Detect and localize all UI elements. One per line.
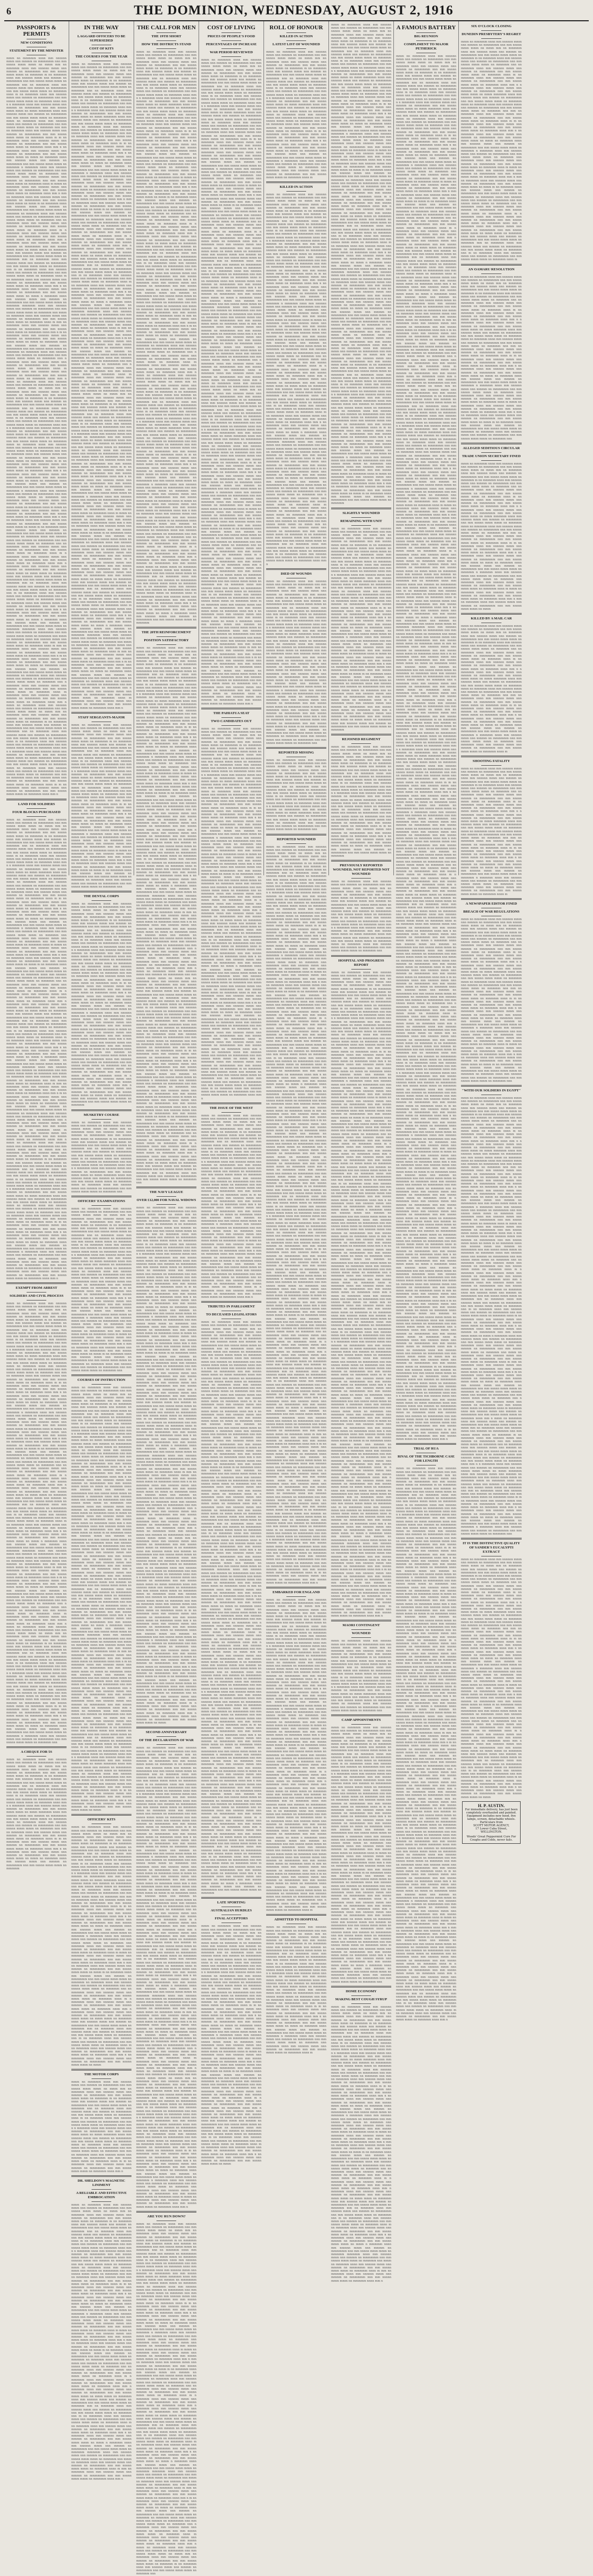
- column-3: [134, 21, 199, 2576]
- subheading-rule: [221, 56, 241, 57]
- subheading-rule: [351, 1637, 371, 1638]
- article-subheading: PRICES OF PEOPLE'S FOOD: [208, 35, 255, 38]
- headline-rule: [221, 32, 241, 33]
- article-body: mmm nn mmmmm nnnn mm nnnnnn mmm nnn mmmm nn mmmmmm nnn mm nnnnn mmm mmm nn mmm mm nn mmmmm nnnn mm nnnnnn mmm nnn mmmm nn mmmmmm nnn mm nnnnn mmm mmm nn mmmmm m nn mmmmm nnnn mm nnnnnn mmm nnn mmmm nn mmmmmm nnn mm nnnnn mmm mmm nn mmmmm nnn nn mmmmm nnnn mm nnnnnn mmm nnn mmmm nn mmmmmm nnn mm nnnnn mmm mmm nn mmmmm nnnn m nn mmmmm nnnn mm nnnnnn mmm nnn mmmm nn mmmmmm nnn mm nnnnn mmm mmm nn mmmmm nnnn mm n n mmmmm nnnn mm nnnnnn mmm nnn mmmm nn mmmmmm nnn mm nnnnn mmm mmm nn mmm mmmmm nnnn mm nnnnnn mmm nnn mmmm nn mmmmmm nnn mm nnnnn mmm mmm nn mmmmm mmm nn mmmmm nnnn mm nnnnnn mmm nnn mmmm nn mmmmmm nnn mm nnnnn mmm mmm nn mmmmm nnn mm nn mmmmm nnnn mm nnnnnn mmm nnn mmmm nn mmmmmm nnn mm nnnnn mmm mmm nn mmmmm nnnn m m nn mmmmm nnnn mm nnnnnn mmm nnn mmmm nn mmmmmm nnn mm nnnnn mmm mmm nn mmmmm nnnn mm n nn mmmmm nnnn mm nnnnnn mmm nnn mmmm nn mmmmmm nnn mm nnnnn mmm mmm nn mmm nn mmmmm nnnn mm nnnnnn mmm nnn mmmm nn mmmmmm nnn mm nnnnn mmm mmm nn mmmmm n mmmmm nnnn mm nnnnnn mmm nnn mmmm nn mmmmmm nnn mm nnnnn mmm mmm nn mmmmm nnn mmmmm nnnn mm nnnnnn mmm nnn mmmm nn mmmmmm nnn mm nnnnn mmm mmm nn mmmmm nnnn m mmm nn mmmmm nnnn mm nnnnnn mmm nnn mmmm nn mmmmmm nnn mm nnnnn mmm mmm nn mmmmm nnnn mm n mm nn mmmmm nnnn mm nnnnnn mmm nnn mmmm nn mmmmmm nnn mm nnnnn mmm mmm nn mmm m nn mmmmm nnnn mm nnnnnn mmm nnn mmmm nn mmmmmm nnn mm nnnnn mmm mmm nn mmmmm nn mmmmm nnnn mm nnnnnn mmm nnn mmmm nn mmmmmm nnn mm nnnnn mmm mmm nn mmmmm nnn nn mmmmm nnnn mm nnnnnn mmm nnn mmmm nn mmmmmm nnn mm nnnnn mmm mmm nn mmmmm nnnn m n mmmmm nnnn mm nnnnnn mmm nnn mmmm nn mmmmmm nnn mm nnnnn mmm mmm nn mmmmm nnnn mm n mmmmm nnnn mm nnnnnn mmm nnn mmmm nn mmmmmm nnn mm nnnnn mmm mmm nn mmm mmm nn mmmmm nnnn mm nnnnnn mmm nnn mmmm nn mmmmmm nnn mm nnnnn mmm mmm nn mmmmm mm nn mmmmm nnnn mm nnnnnn mmm nnn mmmm nn mmmmmm nnn mm nnnnn mmm mmm nn mmmmm nnn m nn mmmmm nnnn mm nnnnnn mmm nnn mmmm nn mmmmmm nnn mm nnnnn mmm mmm nn mmmmm nnnn m nn mmmmm nnnn mm nnnnnn mmm nnn mmmm nn mmmmmm nnn mm nnnnn mmm mmm nn mmmmm nnnn mm n nn mmmmm nnnn mm nnnnnn mmm nnn mmmm nn mmmmmm nnn mm nnnnn mmm mmm nn mmm n mmmmm nnnn mm nnnnnn mmm nnn mmmm nn mmmmmm nnn mm nnnnn mmm mmm nn mmmmm mmmmm nnnn mm nnnnnn mmm nnn mmmm nn mmmmmm nnn mm nnnnn mmm mmm nn mmmmm nnn mmm nn mmmmm nnnn mm nnnnnn mmm nnn mmmm nn mmmmmm nnn mm nnnnn mmm mmm nn mmmmm nnnn m mm nn mmmmm nnnn mm nnnnnn mmm nnn mmmm nn mmmmmm nnn mm nnnnn mmm mmm nn mmmmm nnnn mm n m nn mmmmm nnnn mm nnnnnn mmm nnn mmmm nn mmmmmm nnn mm nnnnn mmm mmm nn mmm nn mmmmm nnnn mm nnnnnn mmm nnn mmmm nn mmmmmm nnn mm nnnnn mmm mmm nn mmmmm nn mmmmm nnnn mm nnnnnn mmm nnn mmmm nn mmmmmm nnn mm nnnnn mmm mmm nn mmmmm nnn n mmmmm nnnn mm nnnnnn mmm nnn mmmm nn mmmmmm nnn mm nnnnn mmm mmm nn mmmmm nnnn m mmmmm nnnn mm nnnnnn mmm nnn mmmm nn mmmmmm nnn mm nnnnn mmm mmm nn mmmmm nnnn mm n mmm nn mmmmm nnnn mm nnnnnn mmm nnn mmmm nn mmmmmm nnn mm nnnnn mmm mmm nn mmm mm nn mmmmm nnnn mm nnnnnn mmm nnn mmmm nn mmmmmm nnn mm nnnnn mmm mmm nn mmmmm m nn mmmmm nnnn mm nnnnnn mmm nnn mmmm nn mmmmmm nnn mm nnnnn mmm mmm nn mmmmm nnn nn mmmmm nnnn mm nnnnnn mmm nnn mmmm nn mmmmmm nnn mm nnnnn mmm mmm nn mmmmm nnnn m nn mmmmm nnnn mm nnnnnn mmm nnn mmmm nn mmmmmm nnn mm nnnnn mmm mmm nn mmmmm nnnn mm n n mmmmm nnnn mm nnnnnn mmm nnn mmmm nn mmmmmm nnn mm nnnnn mmm mmm nn mmm mmmmm nnnn mm nnnnnn mmm nnn mmmm nn mmmmmm nnn mm nnnnn mmm mmm nn mmmmm mmm nn mmmmm nnnn mm nnnnnn mmm nnn mmmm nn mmmmmm nnn mm nnnnn mmm mmm nn mmmmm nnn mm nn mmmmm nnnn mm nnnnnn mmm nnn mmmm nn mmmmmm nnn mm nnnnn mmm mmm nn mmmmm nnnn m m nn mmmmm nnnn mm nnnnnn mmm nnn mmmm nn mmmmmm nnn mm nnnnn mmm mmm nn mmmmm nnnn mm n nn mmmmm nnnn mm nnnnnn mmm nnn mmmm nn mmmmmm nnn mm nnnnn mmm mmm nn mmm nn mmmmm nnnn mm nnnnnn mmm nnn mmmm nn mmmmmm nnn mm nnnnn mmm mmm nn mmmmm n mmmmm nnnn mm nnnnnn mmm nnn mmmm nn mmmmmm nnn mm nnnnn mmm mmm nn mmmmm nnn mmmmm nnnn mm nnnnnn mmm nnn mmmm nn mmmmmm nnn mm nnnnn mmm mmm nn mmmmm nnnn m mmm nn mmmmm nnnn mm nnnnnn mmm nnn mmmm nn mmmmmm nnn mm nnnnn mmm mmm nn mmmmm nnnn mm n mm nn mmmmm nnnn mm nnnnnn mmm nnn mmmm nn mmmmmm nnn mm nnnnn mmm mmm nn mmm m nn mmmmm nnnn mm nnnnnn mmm nnn mmmm nn mmmmmm nnn mm nnnnn mmm mmm nn mmmmm nn mmmmm nnnn mm nnnnnn mmm nnn mmmm nn mmmmmm nnn mm nnnnn mmm mmm nn mmmmm nnn nn mmmmm nnnn mm nnnnnn mmm nnn mmmm nn mmmmmm nnn mm nnnnn mmm mmm nn mmmmm nnnn m n mmmmm nnnn mm nnnnnn mmm nnn mmmm nn mmmmmm nnn mm nnnnn mmm mmm nn mmmmm nnnn mm n mmmmm nnnn mm nnnnnn mmm nnn mmmm nn mmmmmm nnn mm nnnnn mmm mmm nn mmm mmm nn mmmmm nnnn mm nnnnnn mmm nnn mmmm nn mmmmmm nnn mm nnnnn mmm mmm nn mmmmm mm nn mmmmm nnnn mm nnnnnn mmm nnn mmmm nn mmmmmm nnn mm nnnnn mmm mmm nn mmmmm nnn m nn mmmmm nnnn mm nnnnnn mmm nnn mmmm nn mmmmmm nnn mm nnnnn mmm mmm nn mmmmm nnnn m nn mmmmm nnnn mm nnnnnn mmm nnn mmmm nn mmmmmm nnn mm nnnnn mmm mmm nn mmmmm nnnn mm n nn mmmmm nnnn mm nnnnnn mmm nnn mmmm nn mmmmmm nnn mm nnnnn mmm mmm nn mmm n mmmmm nnnn mm nnnnnn mmm nnn mmmm nn mmmmmm nnn mm nnnnn mmm mmm nn mmmmm mmmmm nnnn mm nnnnnn mmm nnn mmmm nn mmmmmm nnn mm nnnnn mmm mmm nn mmmmm nnn mmm nn mmmmm nnnn mm nnnnnn mmm nnn mmmm nn mmmmmm nnn mm nnnnn mmm mmm nn mmmmm nnnn m mm nn mmmmm nnnn mm nnnnnn mmm nnn mmmm nn mmmmmm nnn mm nnnnn mmm mmm nn mmmmm nnnn mm n m nn mmmmm nnnn mm nnnnnn mmm nnn mmmm nn mmmmmm nnn mm nnnnn mmm mmm nn mmm nn mmmmm nnnn mm nnnnnn mmm nnn mmmm nn mmmmmm nnn mm nnnnn mmm mmm nn mmmmm nn mmmmm nnnn mm nnnnnn mmm nnn mmmm nn mmmmmm nnn mm nnnnn mmm mmm nn mmmmm nnn n mmmmm nnnn mm nnnnnn mmm nnn mmmm nn mmmmmm nnn mm nnnnn mmm mmm nn mmmmm nnnn m mmmmm nnnn mm nnnnnn mmm nnn mmmm nn mmmmmm nnn mm nnnnn mmm mmm nn mmmmm nnnn mm n: [71, 63, 131, 710]
- article-subheading: LATE SPORTING: [217, 1901, 246, 1905]
- article-body: mmm nn mmmmm nnnn mm nnnnnn mmm nnn mmmm nn mmmmmm nnn mm nnnnn mmm mmm nn mmm mm nn mmmmm nnnn mm nnnnnn mmm nnn mmmm nn mmmmmm nnn mm nnnnn mmm mmm nn mmmmm m nn mmmmm nnnn mm nnnnnn mmm nnn mmmm nn mmmmmm nnn mm nnnnn mmm mmm nn mmmmm nnn nn mmmmm nnnn mm nnnnnn mmm nnn mmmm nn mmmmmm nnn mm nnnnn mmm mmm nn mmmmm nnnn m nn mmmmm nnnn mm nnnnnn mmm nnn mmmm nn mmmmmm nnn mm nnnnn mmm mmm nn mmmmm nnnn mm n n mmmmm nnnn mm nnnnnn mmm nnn mmmm nn mmmmmm nnn mm nnnnn mmm mmm nn mmm mmmmm nnnn mm nnnnnn mmm nnn mmmm nn mmmmmm nnn mm nnnnn mmm mmm nn mmmmm mmm nn mmmmm nnnn mm nnnnnn mmm nnn mmmm nn mmmmmm nnn mm nnnnn mmm mmm nn mmmmm nnn mm nn mmmmm nnnn mm nnnnnn mmm nnn mmmm nn mmmmmm nnn mm nnnnn mmm mmm nn mmmmm nnnn m m nn mmmmm nnnn mm nnnnnn mmm nnn mmmm nn mmmmmm nnn mm nnnnn mmm mmm nn mmmmm nnnn mm n nn mmmmm nnnn mm nnnnnn mmm nnn mmmm nn mmmmmm nnn mm nnnnn mmm mmm nn mmm nn mmmmm nnnn mm nnnnnn mmm nnn mmmm nn mmmmmm nnn mm nnnnn mmm mmm nn mmmmm n mmmmm nnnn mm nnnnnn mmm nnn mmmm nn mmmmmm nnn mm nnnnn mmm mmm nn mmmmm nnn mmmmm nnnn mm nnnnnn mmm nnn mmmm nn mmmmmm nnn mm nnnnn mmm mmm nn mmmmm nnnn m mmm nn mmmmm nnnn mm nnnnnn mmm nnn mmmm nn mmmmmm nnn mm nnnnn mmm mmm nn mmmmm nnnn mm n mm nn mmmmm nnnn mm nnnnnn mmm nnn mmmm nn mmmmmm nnn mm nnnnn mmm mmm nn mmm m nn mmmmm nnnn mm nnnnnn mmm nnn mmmm nn mmmmmm nnn mm nnnnn mmm mmm nn mmmmm nn mmmmm nnnn mm nnnnnn mmm nnn mmmm nn mmmmmm nnn mm nnnnn mmm mmm nn mmmmm nnn nn mmmmm nnnn mm nnnnnn mmm nnn mmmm nn mmmmmm nnn mm nnnnn mmm mmm nn mmmmm nnnn m n mmmmm nnnn mm nnnnnn mmm nnn mmmm nn mmmmmm nnn mm nnnnn mmm mmm nn mmmmm nnnn mm n mmmmm nnnn mm nnnnnn mmm nnn mmmm nn mmmmmm nnn mm nnnnn mmm mmm nn mmm mmm nn mmmmm nnnn mm nnnnnn mmm nnn mmmm nn mmmmmm nnn mm nnnnn mmm mmm nn mmmmm mm nn mmmmm nnnn mm nnnnnn mmm nnn mmmm nn mmmmmm nnn mm nnnnn mmm mmm nn mmmmm nnn m nn mmmmm nnnn mm nnnnnn mmm nnn mmmm nn mmmmmm nnn mm nnnnn mmm mmm nn mmmmm nnnn m nn mmmmm nnnn mm nnnnnn mmm nnn mmmm nn mmmmmm nnn mm nnnnn mmm mmm nn mmmmm nnnn mm n nn mmmmm nnnn mm nnnnnn mmm nnn mmmm nn mmmmmm nnn mm nnnnn mmm mmm nn mmm n mmmmm nnnn mm nnnnnn mmm nnn mmmm nn mmmmmm nnn mm nnnnn mmm mmm nn mmmmm mmmmm nnnn mm nnnnnn mmm nnn mmmm nn mmmmmm nnn mm nnnnn mmm mmm nn mmmmm nnn mmm nn mmmmm nnnn mm nnnnnn mmm nnn mmmm nn mmmmmm nnn mm nnnnn mmm mmm nn mmmmm nnnn m mm nn mmmmm nnnn mm nnnnnn mmm nnn mmmm nn mmmmmm nnn mm nnnnn mmm mmm nn mmmmm nnnn mm n m nn mmmmm nnnn mm nnnnnn mmm nnn mmmm nn mmmmmm nnn mm nnnnn mmm mmm nn mmm nn mmmmm nnnn mm nnnnnn mmm nnn mmmm nn mmmmmm nnn mm nnnnn mmm mmm nn mmmmm nn mmmmm nnnn mm nnnnnn mmm nnn mmmm nn mmmmmm nnn mm nnnnn mmm mmm nn mmmmm nnn n mmmmm nnnn mm nnnnnn mmm nnn mmmm nn mmmmmm nnn mm nnnnn mmm mmm nn mmmmm nnnn m mmmmm nnnn mm nnnnnn mmm nnn mmmm nn mmmmmm nnn mm nnnnn mmm mmm nn mmmmm nnnn mm n mmm nn mmmmm nnnn mm nnnnnn mmm nnn mmmm nn mmmmmm nnn mm nnnnn mmm mmm nn mmm mm nn mmmmm nnnn mm nnnnnn mmm nnn mmmm nn mmmmmm nnn mm nnnnn mmm mmm nn mmmmm m nn mmmmm nnnn mm nnnnnn mmm nnn mmmm nn mmmmmm nnn mm nnnnn mmm mmm nn mmmmm nnn nn mmmmm nnnn mm nnnnnn mmm nnn mmmm nn mmmmmm nnn mm nnnnn mmm mmm nn mmmmm nnnn m nn mmmmm nnnn mm nnnnnn mmm nnn mmmm nn mmmmmm nnn mm nnnnn mmm mmm nn mmmmm nnnn mm n n mmmmm nnnn mm nnnnnn mmm nnn mmmm nn mmmmmm nnn mm nnnnn mmm mmm nn mmm mmmmm nnnn mm nnnnnn mmm nnn mmmm nn mmmmmm nnn mm nnnnn mmm mmm nn mmmmm mmm nn mmmmm nnnn mm nnnnnn mmm nnn mmmm nn mmmmmm nnn mm nnnnn mmm mmm nn mmmmm nnn mm nn mmmmm nnnn mm nnnnnn mmm nnn mmmm nn mmmmmm nnn mm nnnnn mmm mmm nn mmmmm nnnn m m nn mmmmm nnnn mm nnnnnn mmm nnn mmmm nn mmmmmm nnn mm nnnnn mmm mmm nn mmmmm nnnn mm n nn mmmmm nnnn mm nnnnnn mmm nnn mmmm nn mmmmmm nnn mm nnnnn mmm mmm nn mmm nn mmmmm nnnn mm nnnnnn mmm nnn mmmm nn mmmmmm nnn mm nnnnn mmm mmm nn mmmmm n mmmmm nnnn mm nnnnnn mmm nnn mmmm nn mmmmmm nnn mm nnnnn mmm mmm nn mmmmm nnn mmmmm nnnn mm nnnnnn mmm nnn mmmm nn mmmmmm nnn mm nnnnn mmm mmm nn mmmmm nnnn m mmm nn mmmmm nnnn mm nnnnnn mmm nnn mmmm nn mmmmmm nnn mm nnnnn mmm mmm nn mmmmm nnnn mm n mm nn mmmmm nnnn mm nnnnnn mmm nnn mmmm nn mmmmmm nnn mm nnnnn mmm mmm nn mmm m nn mmmmm nnnn mm nnnnnn mmm nnn mmmm nn mmmmmm nnn mm nnnnn mmm mmm nn mmmmm nn mmmmm nnnn mm nnnnnn mmm nnn mmmm nn mmmmmm nnn mm nnnnn mmm mmm nn mmmmm nnn nn mmmmm nnnn mm nnnnnn mmm nnn mmmm nn mmmmmm nnn mm nnnnn mmm mmm nn mmmmm nnnn m n mmmmm nnnn mm nnnnnn mmm nnn mmmm nn mmmmmm nnn mm nnnnn mmm mmm nn mmmmm nnnn mm n mmmmm nnnn mm nnnnnn mmm nnn mmmm nn mmmmmm nnn mm nnnnn mmm mmm nn mmm mmm nn mmmmm nnnn mm nnnnnn mmm nnn mmmm nn mmmmmm nnn mm nnnnn mmm mmm nn mmmmm mm nn mmmmm nnnn mm nnnnnn mmm nnn mmmm nn mmmmmm nnn mm nnnnn mmm mmm nn mmmmm nnn m nn mmmmm nnnn mm nnnnnn mmm nnn mmmm nn mmmmmm nnn mm nnnnn mmm mmm nn mmmmm nnnn m nn mmmmm nnnn mm nnnnnn mmm nnn mmmm nn mmmmmm nnn mm nnnnn mmm mmm nn mmmmm nnnn mm n nn mmmmm nnnn mm nnnnnn mmm nnn mmmm nn mmmmmm nnn mm nnnnn mmm mmm nn mmm n mmmmm nnnn mm nnnnnn mmm nnn mmmm nn mmmmmm nnn mm nnnnn mmm mmm nn mmmmm: [201, 1321, 261, 1895]
- columns-container: [4, 21, 589, 2576]
- column-1: [4, 21, 69, 1870]
- article-subheading: REJOINED REGIMENT: [342, 738, 381, 742]
- subheading-rule: [157, 1744, 176, 1745]
- section-divider: [71, 891, 131, 892]
- section-divider: [136, 627, 196, 628]
- article-subheading: HOW THE DISTRICTS STAND: [142, 43, 191, 46]
- section-divider: [201, 1301, 261, 1303]
- article-subheading: THE DENTAL CORPS: [84, 894, 119, 898]
- subheading-rule: [27, 816, 46, 817]
- article-subheading: LAND FOR SOLDIERS: [18, 802, 55, 806]
- section-divider: [331, 1620, 391, 1621]
- subheading-rule: [157, 1196, 176, 1197]
- section-divider: [201, 1897, 261, 1899]
- section-divider: [331, 508, 391, 509]
- article-body: mmm nn mmmmm nnnn mm nnnnnn mmm nnn mmmm nn mmmmmm nnn mm nnnnn mmm mmm nn mmm mm nn mmmmm nnnn mm nnnnnn mmm nnn mmmm nn mmmmmm nnn mm nnnnn mmm mmm nn mmmmm m nn mmmmm nnnn mm nnnnnn mmm nnn mmmm nn mmmmmm nnn mm nnnnn mmm mmm nn mmmmm nnn nn mmmmm nnnn mm nnnnnn mmm nnn mmmm nn mmmmmm nnn mm nnnnn mmm mmm nn mmmmm nnnn m nn mmmmm nnnn mm nnnnnn mmm nnn mmmm nn mmmmmm nnn mm nnnnn mmm mmm nn mmmmm nnnn mm n n mmmmm nnnn mm nnnnnn mmm nnn mmmm nn mmmmmm nnn mm nnnnn mmm mmm nn mmm mmmmm nnnn mm nnnnnn mmm nnn mmmm nn mmmmmm nnn mm nnnnn mmm mmm nn mmmmm mmm nn mmmmm nnnn mm nnnnnn mmm nnn mmmm nn mmmmmm nnn mm nnnnn mmm mmm nn mmmmm nnn mm nn mmmmm nnnn mm nnnnnn mmm nnn mmmm nn mmmmmm nnn mm nnnnn mmm mmm nn mmmmm nnnn m m nn mmmmm nnnn mm nnnnnn mmm nnn mmmm nn mmmmmm nnn mm nnnnn mmm mmm nn mmmmm nnnn mm n nn mmmmm nnnn mm nnnnnn mmm nnn mmmm nn mmmmmm nnn mm nnnnn mmm mmm nn mmm nn mmmmm nnnn mm nnnnnn mmm nnn mmmm nn mmmmmm nnn mm nnnnn mmm mmm nn mmmmm n mmmmm nnnn mm nnnnnn mmm nnn mmmm nn mmmmmm nnn mm nnnnn mmm mmm nn mmmmm nnn mmmmm nnnn mm nnnnnn mmm nnn mmmm nn mmmmmm nnn mm nnnnn mmm mmm nn mmmmm nnnn m mmm nn mmmmm nnnn mm nnnnnn mmm nnn mmmm nn mmmmmm nnn mm nnnnn mmm mmm nn mmmmm nnnn mm n mm nn mmmmm nnnn mm nnnnnn mmm nnn mmmm nn mmmmmm nnn mm nnnnn mmm mmm nn mmm m nn mmmmm nnnn mm nnnnnn mmm nnn mmmm nn mmmmmm nnn mm nnnnn mmm mmm nn mmmmm nn mmmmm nnnn mm nnnnnn mmm nnn mmmm nn mmmmmm nnn mm nnnnn mmm mmm nn mmmmm nnn nn mmmmm nnnn mm nnnnnn mmm nnn mmmm nn mmmmmm nnn mm nnnnn mmm mmm nn mmmmm nnnn m n mmmmm nnnn mm nnnnnn mmm nnn mmmm nn mmmmmm nnn mm nnnnn mmm mmm nn mmmmm nnnn mm n: [201, 1114, 261, 1299]
- section-divider: [201, 1103, 261, 1104]
- section-divider: [331, 955, 391, 957]
- subheading-rule: [221, 1112, 241, 1113]
- section-divider: [331, 734, 391, 735]
- section-divider: [136, 1187, 196, 1188]
- subheading-rule: [351, 1629, 371, 1630]
- section-divider: [136, 2211, 196, 2213]
- section-divider: [71, 712, 131, 714]
- article-subheading: REPORTED MISSING: [278, 751, 314, 755]
- article-subheading: OF THE DECLARATION OF WAR: [139, 1738, 194, 1743]
- section-divider: [71, 1109, 131, 1111]
- subheading-rule: [351, 878, 371, 879]
- ad-line: SCOTT MOTOR AGENCY,: [473, 1824, 509, 1827]
- article-subheading: KILLED IN ACTION: [279, 35, 313, 38]
- section-divider: [461, 898, 522, 900]
- headline-rule: [416, 32, 436, 33]
- ad-footer: Woods' Great Peppermint Cure For Coughs and Colds, never fails.: [466, 1835, 516, 1842]
- subheading-rule: [27, 1756, 46, 1757]
- subheading-rule: [157, 636, 176, 637]
- article-body: mmm nn mmmmm nnnn mm nnnnnn mmm nnn mmmm nn mmmmmm nnn mm nnnnn mmm mmm nn mmm mm nn mmmmm nnnn mm nnnnnn mmm nnn mmmm nn mmmmmm nnn mm nnnnn mmm mmm nn mmmmm m nn mmmmm nnnn mm nnnnnn mmm nnn mmmm nn mmmmmm nnn mm nnnnn mmm mmm nn mmmmm nnn nn mmmmm nnnn mm nnnnnn mmm nnn mmmm nn mmmmmm nnn mm nnnnn mmm mmm nn mmmmm nnnn m nn mmmmm nnnn mm nnnnnn mmm nnn mmmm nn mmmmmm nnn mm nnnnn mmm mmm nn mmmmm nnnn mm n n mmmmm nnnn mm nnnnnn mmm nnn mmmm nn mmmmmm nnn mm nnnnn mmm mmm nn mmm mmmmm nnnn mm nnnnnn mmm nnn mmmm nn mmmmmm nnn mm nnnnn mmm mmm nn mmmmm mmm nn mmmmm nnnn mm nnnnnn mmm nnn mmmm nn mmmmmm nnn mm nnnnn mmm mmm nn mmmmm nnn mm nn mmmmm nnnn mm nnnnnn mmm nnn mmmm nn mmmmmm nnn mm nnnnn mmm mmm nn mmmmm nnnn m m nn mmmmm nnnn mm nnnnnn mmm nnn mmmm nn mmmmmm nnn mm nnnnn mmm mmm nn mmmmm nnnn mm n nn mmmmm nnnn mm nnnnnn mmm nnn mmmm nn mmmmmm nnn mm nnnnn mmm mmm nn mmm nn mmmmm nnnn mm nnnnnn mmm nnn mmmm nn mmmmmm nnn mm nnnnn mmm mmm nn mmmmm n mmmmm nnnn mm nnnnnn mmm nnn mmmm nn mmmmmm nnn mm nnnnn mmm mmm nn mmmmm nnn mmmmm nnnn mm nnnnnn mmm nnn mmmm nn mmmmmm nnn mm nnnnn mmm mmm nn mmmmm nnnn m mmm nn mmmmm nnnn mm nnnnnn mmm nnn mmmm nn mmmmmm nnn mm nnnnn mmm mmm nn mmmmm nnnn mm n mm nn mmmmm nnnn mm nnnnnn mmm nnn mmmm nn mmmmmm nnn mm nnnnn mmm mmm nn mmm m nn mmmmm nnnn mm nnnnnn mmm nnn mmmm nn mmmmmm nnn mm nnnnn mmm mmm nn mmmmm nn mmmmm nnnn mm nnnnnn mmm nnn mmmm nn mmmmmm nnn mm nnnnn mmm mmm nn mmmmm nnn: [266, 579, 326, 745]
- subheading-rule: [221, 40, 241, 41]
- article-subheading: THE NAVY LEAGUE: [149, 1190, 184, 1195]
- article-headline: IN THE WAY: [84, 24, 119, 31]
- subheading-rule: [286, 191, 306, 192]
- article-body: mmm nn mmmmm nnnn mm nnnnnn mmm nnn mmmm nn mmmmmm nnn mm nnnnn mmm mmm nn mmm mm nn mmmmm nnnn mm nnnnnn mmm nnn mmmm nn mmmmmm nnn mm nnnnn mmm mmm nn mmmmm m nn mmmmm nnnn mm nnnnnn mmm nnn mmmm nn mmmmmm nnn mm nnnnn mmm mmm nn mmmmm nnn nn mmmmm nnnn mm nnnnnn mmm nnn mmmm nn mmmmmm nnn mm nnnnn mmm mmm nn mmmmm nnnn m nn mmmmm nnnn mm nnnnnn mmm nnn mmmm nn mmmmmm nnn mm nnnnn mmm mmm nn mmmmm nnnn mm n n mmmmm nnnn mm nnnnnn mmm nnn mmmm nn mmmmmm nnn mm nnnnn mmm mmm nn mmm mmmmm nnnn mm nnnnnn mmm nnn mmmm nn mmmmmm nnn mm nnnnn mmm mmm nn mmmmm mmm nn mmmmm nnnn mm nnnnnn mmm nnn mmmm nn mmmmmm nnn mm nnnnn mmm mmm nn mmmmm nnn mm nn mmmmm nnnn mm nnnnnn mmm nnn mmmm nn mmmmmm nnn mm nnnnn mmm mmm nn mmmmm nnnn m m nn mmmmm nnnn mm nnnnnn mmm nnn mmmm nn mmmmmm nnn mm nnnnn mmm mmm nn mmmmm nnnn mm n nn mmmmm nnnn mm nnnnnn mmm nnn mmmm nn mmmmmm nnn mm nnnnn mmm mmm nn mmm nn mmmmm nnnn mm nnnnnn mmm nnn mmmm nn mmmmmm nnn mm nnnnn mmm mmm nn mmmmm: [331, 746, 391, 858]
- article-subheading: SLIGHTLY WOUNDED: [342, 511, 380, 515]
- article-subheading: DUNEDIN PRESBYTERY'S REGRET: [462, 32, 521, 36]
- section-divider: [396, 1443, 456, 1445]
- subheading-rule: [416, 40, 436, 41]
- article-subheading: TRIAL OF RUA: [413, 1447, 439, 1451]
- article-subheading: EXEMPT FROM ARREST: [15, 1286, 57, 1290]
- ad-line: completely overhauled and painted.: [466, 1811, 517, 1815]
- article-body: mmm nn mmmmm nnnn mm nnnnnn mmm nnn mmmm nn mmmmmm nnn mm nnnnn mmm mmm nn mmm mm nn mmmmm nnnn mm nnnnnn mmm nnn mmmm nn mmmmmm nnn mm nnnnn mmm mmm nn mmmmm m nn mmmmm nnnn mm nnnnnn mmm nnn mmmm nn mmmmmm nnn mm nnnnn mmm mmm nn mmmmm nnn nn mmmmm nnnn mm nnnnnn mmm nnn mmmm nn mmmmmm nnn mm nnnnn mmm mmm nn mmmmm nnnn m nn mmmmm nnnn mm nnnnnn mmm nnn mmmm nn mmmmmm nnn mm nnnnn mmm mmm nn mmmmm nnnn mm n n mmmmm nnnn mm nnnnnn mmm nnn mmmm nn mmmmmm nnn mm nnnnn mmm mmm nn mmm mmmmm nnnn mm nnnnnn mmm nnn mmmm nn mmmmmm nnn mm nnnnn mmm mmm nn mmmmm mmm nn mmmmm nnnn mm nnnnnn mmm nnn mmmm nn mmmmmm nnn mm nnnnn mmm mmm nn mmmmm nnn mm nn mmmmm nnnn mm nnnnnn mmm nnn mmmm nn mmmmmm nnn mm nnnnn mmm mmm nn mmmmm nnnn m m nn mmmmm nnnn mm nnnnnn mmm nnn mmmm nn mmmmmm nnn mm nnnnn mmm mmm nn mmmmm nnnn mm n nn mmmmm nnnn mm nnnnnn mmm nnn mmmm nn mmmmmm nnn mm nnnnn mmm mmm nn mmm nn mmmmm nnnn mm nnnnnn mmm nnn mmmm nn mmmmmm nnn mm nnnnn mmm mmm nn mmmmm: [6, 1758, 67, 1870]
- article-subheading: THE COURSES FOR THE YEAR: [75, 55, 128, 59]
- subheading-rule: [92, 2201, 111, 2202]
- section-divider: [266, 747, 326, 749]
- article-subheading: IT IS THE DISTINCTIVE QUALITY OF SANDER'S EUCALYPTI EXTRACT: [463, 1541, 520, 1554]
- subheading-rule: [221, 725, 241, 726]
- subheading-rule: [27, 1300, 46, 1301]
- subheading-rule: [92, 1119, 111, 1120]
- article-body: mmm nn mmmmm nnnn mm nnnnnn mmm nnn mmmm nn mmmmmm nnn mm nnnnn mmm mmm nn mmm mm nn mmmmm nnnn mm nnnnnn mmm nnn mmmm nn mmmmmm nnn mm nnnnn mmm mmm nn mmmmm m nn mmmmm nnnn mm nnnnnn mmm nnn mmmm nn mmmmmm nnn mm nnnnn mmm mmm nn mmmmm nnn nn mmmmm nnnn mm nnnnnn mmm nnn mmmm nn mmmmmm nnn mm nnnnn mmm mmm nn mmmmm nnnn m nn mmmmm nnnn mm nnnnnn mmm nnn mmmm nn mmmmmm nnn mm nnnnn mmm mmm nn mmmmm nnnn mm n n mmmmm nnnn mm nnnnnn mmm nnn mmmm nn mmmmmm nnn mm nnnnn mmm mmm nn mmm mmmmm nnnn mm nnnnnn mmm nnn mmmm nn mmmmmm nnn mm nnnnn mmm mmm nn mmmmm mmm nn mmmmm nnnn mm nnnnnn mmm nnn mmmm nn mmmmmm nnn mm nnnnn mmm mmm nn mmmmm nnn mm nn mmmmm nnnn mm nnnnnn mmm nnn mmmm nn mmmmmm nnn mm nnnnn mmm mmm nn mmmmm nnnn m m nn mmmmm nnnn mm nnnnnn mmm nnn mmmm nn mmmmmm nnn mm nnnnn mmm mmm nn mmmmm nnnn mm n nn mmmmm nnnn mm nnnnnn mmm nnn mmmm nn mmmmmm nnn mm nnnnn mmm mmm nn mmm nn mmmmm nnnn mm nnnnnn mmm nnn mmmm nn mmmmmm nnn mm nnnnn mmm mmm nn mmmmm n mmmmm nnnn mm nnnnnn mmm nnn mmmm nn mmmmmm nnn mm nnnnn mmm mmm nn mmmmm nnn mmmmm nnnn mm nnnnnn mmm nnn mmmm nn mmmmmm nnn mm nnnnn mmm mmm nn mmmmm nnnn m mmm nn mmmmm nnnn mm nnnnnn mmm nnn mmmm nn mmmmmm nnn mm nnnnn mmm mmm nn mmmmm nnnn mm n mm nn mmmmm nnnn mm nnnnnn mmm nnn mmmm nn mmmmmm nnn mm nnnnn mmm mmm nn mmm m nn mmmmm nnnn mm nnnnnn mmm nnn mmmm nn mmmmmm nnn mm nnnnn mmm mmm nn mmmmm nn mmmmm nnnn mm nnnnnn mmm nnn mmmm nn mmmmmm nnn mm nnnnn mmm mmm nn mmmmm nnn nn mmmmm nnnn mm nnnnnn mmm nnn mmmm nn mmmmmm nnn mm nnnnn mmm mmm nn mmmmm nnnn m n mmmmm nnnn mm nnnnnn mmm nnn mmmm nn mmmmmm nnn mm nnnnn mmm mmm nn mmmmm nnnn mm n mmmmm nnnn mm nnnnnn mmm nnn mmmm nn mmmmmm nnn mm nnnnn mmm mmm nn mmm mmm nn mmmmm nnnn mm nnnnnn mmm nnn mmmm nn mmmmmm nnn mm nnnnn mmm mmm nn mmmmm mm nn mmmmm nnnn mm nnnnnn mmm nnn mmmm nn mmmmmm nnn mm nnnnn mmm mmm nn mmmmm nnn m nn mmmmm nnnn mm nnnnnn mmm nnn mmmm nn mmmmmm nnn mm nnnnn mmm mmm nn mmmmm nnnn m nn mmmmm nnnn mm nnnnnn mmm nnn mmmm nn mmmmmm nnn mm nnnnn mmm mmm nn mmmmm nnnn mm n nn mmmmm nnnn mm nnnnnn mmm nnn mmmm nn mmmmmm nnn mm nnnnn mmm mmm nn mmm n mmmmm nnnn mm nnnnnn mmm nnn mmmm nn mmmmmm nnn mm nnnnn mmm mmm nn mmmmm mmmmm nnnn mm nnnnnn mmm nnn mmmm nn mmmmmm nnn mm nnnnn mmm mmm nn mmmmm nnn mmm nn mmmmm nnnn mm nnnnnn mmm nnn mmmm nn mmmmmm nnn mm nnnnn mmm mmm nn mmmmm nnnn m mm nn mmmmm nnnn mm nnnnnn mmm nnn mmmm nn mmmmmm nnn mm nnnnn mmm mmm nn mmmmm nnnn mm n m nn mmmmm nnnn mm nnnnnn mmm nnn mmmm nn mmmmmm nnn mm nnnnn mmm mmm nn mmm nn mmmmm nnnn mm nnnnnn mmm nnn mmmm nn mmmmmm nnn mm nnnnn mmm mmm nn mmmmm nn mmmmm nnnn mm nnnnnn mmm nnn mmmm nn mmmmmm nnn mm nnnnn mmm mmm nn mmmmm nnn n mmmmm nnnn mm nnnnnn mmm nnn mmmm nn mmmmmm nnn mm nnnnn mmm mmm nn mmmmm nnnn m mmmmm nnnn mm nnnnnn mmm nnn mmmm nn mmmmmm nnn mm nnnnn mmm mmm nn mmmmm nnnn mm n mmm nn mmmmm nnnn mm nnnnnn mmm nnn mmmm nn mmmmmm nnn mm nnnnn mmm mmm nn mmm mm nn mmmmm nnnn mm nnnnnn mmm nnn mmmm nn mmmmmm nnn mm nnnnn mmm mmm nn mmmmm m nn mmmmm nnnn mm nnnnnn mmm nnn mmmm nn mmmmmm nnn mm nnnnn mmm mmm nn mmmmm nnn nn mmmmm nnnn mm nnnnnn mmm nnn mmmm nn mmmmmm nnn mm nnnnn mmm mmm nn mmmmm nnnn m nn mmmmm nnnn mm nnnnnn mmm nnn mmmm nn mmmmmm nnn mm nnnnn mmm mmm nn mmmmm nnnn mm n n mmmmm nnnn mm nnnnnn mmm nnn mmmm nn mmmmmm nnn mm nnnnn mmm mmm nn mmm mmmmm nnnn mm nnnnnn mmm nnn mmmm nn mmmmmm nnn mm nnnnn mmm mmm nn mmmmm mmm nn mmmmm nnnn mm nnnnnn mmm nnn mmmm nn mmmmmm nnn mm nnnnn mmm mmm nn mmmmm nnn mm nn mmmmm nnnn mm nnnnnn mmm nnn mmmm nn mmmmmm nnn mm nnnnn mmm mmm nn mmmmm nnnn m m nn mmmmm nnnn mm nnnnnn mmm nnn mmmm nn mmmmmm nnn mm nnnnn mmm mmm nn mmmmm nnnn mm n nn mmmmm nnnn mm nnnnnn mmm nnn mmmm nn mmmmmm nnn mm nnnnn mmm mmm nn mmm nn mmmmm nnnn mm nnnnnn mmm nnn mmmm nn mmmmmm nnn mm nnnnn mmm mmm nn mmmmm n mmmmm nnnn mm nnnnnn mmm nnn mmmm nn mmmmmm nnn mm nnnnn mmm mmm nn mmmmm nnn mmmmm nnnn mm nnnnnn mmm nnn mmmm nn mmmmmm nnn mm nnnnn mmm mmm nn mmmmm nnnn m mmm nn mmmmm nnnn mm nnnnnn mmm nnn mmmm nn mmmmmm nnn mm nnnnn mmm mmm nn mmmmm nnnn mm n mm nn mmmmm nnnn mm nnnnnn mmm nnn mmmm nn mmmmmm nnn mm nnnnn mmm mmm nn mmm m nn mmmmm nnnn mm nnnnnn mmm nnn mmmm nn mmmmmm nnn mm nnnnn mmm mmm nn mmmmm nn mmmmm nnnn mm nnnnnn mmm nnn mmmm nn mmmmmm nnn mm nnnnn mmm mmm nn mmmmm nnn nn mmmmm nnnn mm nnnnnn mmm nnn mmmm nn mmmmmm nnn mm nnnnn mmm mmm nn mmmmm nnnn m n mmmmm nnnn mm nnnnnn mmm nnn mmmm nn mmmmmm nnn mm nnnnn mmm mmm nn mmmmm nnnn mm n mmmmm nnnn mm nnnnnn mmm nnn mmmm nn mmmmmm nnn mm nnnnn mmm mmm nn mmm mmm nn mmmmm nnnn mm nnnnnn mmm nnn mmmm nn mmmmmm nnn mm nnnnn mmm mmm nn mmmmm mm nn mmmmm nnnn mm nnnnnn mmm nnn mmmm nn mmmmmm nnn mm nnnnn mmm mmm nn mmmmm nnn m nn mmmmm nnnn mm nnnnnn mmm nnn mmmm nn mmmmmm nnn mm nnnnn mmm mmm nn mmmmm nnnn m nn mmmmm nnnn mm nnnnnn mmm nnn mmmm nn mmmmmm nnn mm nnnnn mmm mmm nn mmmmm nnnn mm n nn mmmmm nnnn mm nnnnnn mmm nnn mmmm nn mmmmmm nnn mm nnnnn mmm mmm nn mmm n mmmmm nnnn mm nnnnnn mmm nnn mmmm nn mmmmmm nnn mm nnnnn mmm mmm nn mmmmm mmmmm nnnn mm nnnnnn mmm nnn mmmm nn mmmmmm nnn mm nnnnn mmm mmm nn mmmmm nnn mmm nn mmmmm nnnn mm nnnnnn mmm nnn mmmm nn mmmmmm nnn mm nnnnn mmm mmm nn mmmmm nnnn m mm nn mmmmm nnnn mm nnnnnn mmm nnn mmmm nn mmmmmm nnn mm nnnnn mmm mmm nn mmmmm nnnn mm n m nn mmmmm nnnn mm nnnnnn mmm nnn mmmm nn mmmmmm nnn mm nnnnn mmm mmm nn mmm nn mmmmm nnnn mm nnnnnn mmm nnn mmmm nn mmmmmm nnn mm nnnnn mmm mmm nn mmmmm nn mmmmm nnnn mm nnnnnn mmm nnn mmmm nn mmmmmm nnn mm nnnnn mmm mmm nn mmmmm nnn n mmmmm nnnn mm nnnnnn mmm nnn mmmm nn mmmmmm nnn mm nnnnn mmm mmm nn mmmmm nnnn m mmmmm nnnn mm nnnnnn mmm nnn mmmm nn mmmmmm nnn mm nnnnn mmm mmm nn mmmmm nnnn mm n mmm nn mmmmm nnnn mm nnnnnn mmm nnn mmmm nn mmmmmm nnn mm nnnnn mmm mmm nn mmm mm nn mmmmm nnnn mm nnnnnn mmm nnn mmmm nn mmmmmm nnn mm nnnnn mmm mmm nn mmmmm m nn mmmmm nnnn mm nnnnnn mmm nnn mmmm nn mmmmmm nnn mm nnnnn mmm mmm nn mmmmm nnn nn mmmmm nnnn mm nnnnnn mmm nnn mmmm nn mmmmmm nnn mm nnnnn mmm mmm nn mmmmm nnnn m nn mmmmm nnnn mm nnnnnn mmm nnn mmmm nn mmmmmm nnn mm nnnnn mmm mmm nn mmmmm nnnn mm n n mmmmm nnnn mm nnnnnn mmm nnn mmmm nn mmmmmm nnn mm nnnnn mmm mmm nn mmm mmmmm nnnn mm nnnnnn mmm nnn mmmm nn mmmmmm nnn mm nnnnn mmm mmm nn mmmmm mmm nn mmmmm nnnn mm nnnnnn mmm nnn mmmm nn mmmmmm nnn mm nnnnn mmm mmm nn mmmmm nnn mm nn mmmmm nnnn mm nnnnnn mmm nnn mmmm nn mmmmmm nnn mm nnnnn mmm mmm nn mmmmm nnnn m m nn mmmmm nnnn mm nnnnnn mmm nnn mmmm nn mmmmmm nnn mm nnnnn mmm mmm nn mmmmm nnnn mm n: [6, 57, 67, 797]
- section-divider: [136, 1727, 196, 1728]
- article-body: mmm nn mmmmm nnnn mm nnnnnn mmm nnn mmmm nn mmmmmm nnn mm nnnnn mmm mmm nn mmm mm nn mmmmm nnnn mm nnnnnn mmm nnn mmmm nn mmmmmm nnn mm nnnnn mmm mmm nn mmmmm m nn mmmmm nnnn mm nnnnnn mmm nnn mmmm nn mmmmmm nnn mm nnnnn mmm mmm nn mmmmm nnn nn mmmmm nnnn mm nnnnnn mmm nnn mmmm nn mmmmmm nnn mm nnnnn mmm mmm nn mmmmm nnnn m nn mmmmm nnnn mm nnnnnn mmm nnn mmmm nn mmmmmm nnn mm nnnnn mmm mmm nn mmmmm nnnn mm n n mmmmm nnnn mm nnnnnn mmm nnn mmmm nn mmmmmm nnn mm nnnnn mmm mmm nn mmm mmmmm nnnn mm nnnnnn mmm nnn mmmm nn mmmmmm nnn mm nnnnn mmm mmm nn mmmmm mmm nn mmmmm nnnn mm nnnnnn mmm nnn mmmm nn mmmmmm nnn mm nnnnn mmm mmm nn mmmmm nnn mm nn mmmmm nnnn mm nnnnnn mmm nnn mmmm nn mmmmmm nnn mm nnnnn mmm mmm nn mmmmm nnnn m m nn mmmmm nnnn mm nnnnnn mmm nnn mmmm nn mmmmmm nnn mm nnnnn mmm mmm nn mmmmm nnnn mm n nn mmmmm nnnn mm nnnnnn mmm nnn mmmm nn mmmmmm nnn mm nnnnn mmm mmm nn mmm nn mmmmm nnnn mm nnnnnn mmm nnn mmmm nn mmmmmm nnn mm nnnnn mmm mmm nn mmmmm n mmmmm nnnn mm nnnnnn mmm nnn mmmm nn mmmmmm nnn mm nnnnn mmm mmm nn mmmmm nnn mmmmm nnnn mm nnnnnn mmm nnn mmmm nn mmmmmm nnn mm nnnnn mmm mmm nn mmmmm nnnn m mmm nn mmmmm nnnn mm nnnnnn mmm nnn mmmm nn mmmmmm nnn mm nnnnn mmm mmm nn mmmmm nnnn mm n mm nn mmmmm nnnn mm nnnnnn mmm nnn mmmm nn mmmmmm nnn mm nnnnn mmm mmm nn mmm m nn mmmmm nnnn mm nnnnnn mmm nnn mmmm nn mmmmmm nnn mm nnnnn mmm mmm nn mmmmm nn mmmmm nnnn mm nnnnnn mmm nnn mmmm nn mmmmmm nnn mm nnnnn mmm mmm nn mmmmm nnn nn mmmmm nnnn mm nnnnnn mmm nnn mmmm nn mmmmmm nnn mm nnnnn mmm mmm nn mmmmm nnnn m n mmmmm nnnn mm nnnnnn mmm nnn mmmm nn mmmmmm nnn mm nnnnn mmm mmm nn mmmmm nnnn mm n mmmmm nnnn mm nnnnnn mmm nnn mmmm nn mmmmmm nnn mm nnnnn mmm mmm nn mmm mmm nn mmmmm nnnn mm nnnnnn mmm nnn mmmm nn mmmmmm nnn mm nnnnn mmm mmm nn mmmmm mm nn mmmmm nnnn mm nnnnnn mmm nnn mmmm nn mmmmmm nnn mm nnnnn mmm mmm nn mmmmm nnn m nn mmmmm nnnn mm nnnnnn mmm nnn mmmm nn mmmmmm nnn mm nnnnn mmm mmm nn mmmmm nnnn m nn mmmmm nnnn mm nnnnnn mmm nnn mmmm nn mmmmmm nnn mm nnnnn mmm mmm nn mmmmm nnnn mm n nn mmmmm nnnn mm nnnnnn mmm nnn mmmm nn mmmmmm nnn mm nnnnn mmm mmm nn mmm n mmmmm nnnn mm nnnnnn mmm nnn mmmm nn mmmmmm nnn mm nnnnn mmm mmm nn mmmmm mmmmm nnnn mm nnnnnn mmm nnn mmmm nn mmmmmm nnn mm nnnnn mmm mmm nn mmmmm nnn mmm nn mmmmm nnnn mm nnnnnn mmm nnn mmmm nn mmmmmm nnn mm nnnnn mmm mmm nn mmmmm nnnn m mm nn mmmmm nnnn mm nnnnnn mmm nnn mmmm nn mmmmmm nnn mm nnnnn mmm mmm nn mmmmm nnnn mm n m nn mmmmm nnnn mm nnnnnn mmm nnn mmmm nn mmmmmm nnn mm nnnnn mmm mmm nn mmm nn mmmmm nnnn mm nnnnnn mmm nnn mmmm nn mmmmmm nnn mm nnnnn mmm mmm nn mmmmm nn mmmmm nnnn mm nnnnnn mmm nnn mmmm nn mmmmmm nnn mm nnnnn mmm mmm nn mmmmm nnn n mmmmm nnnn mm nnnnnn mmm nnn mmmm nn mmmmmm nnn mm nnnnn mmm mmm nn mmmmm nnnn m mmmmm nnnn mm nnnnnn mmm nnn mmmm nn mmmmmm nnn mm nnnnn mmm mmm nn mmmmm nnnn mm n mmm nn mmmmm nnnn mm nnnnnn mmm nnn mmmm nn mmmmmm nnn mm nnnnn mmm mmm nn mmm mm nn mmmmm nnnn mm nnnnnn mmm nnn mmmm nn mmmmmm nnn mm nnnnn mmm mmm nn mmmmm m nn mmmmm nnnn mm nnnnnn mmm nnn mmmm nn mmmmmm nnn mm nnnnn mmm mmm nn mmmmm nnn nn mmmmm nnnn mm nnnnnn mmm nnn mmmm nn mmmmmm nnn mm nnnnn mmm mmm nn mmmmm nnnn m nn mmmmm nnnn mm nnnnnn mmm nnn mmmm nn mmmmmm nnn mm nnnnn mmm mmm nn mmmmm nnnn mm n n mmmmm nnnn mm nnnnnn mmm nnn mmmm nn mmmmmm nnn mm nnnnn mmm mmm nn mmm mmmmm nnnn mm nnnnnn mmm nnn mmmm nn mmmmmm nnn mm nnnnn mmm mmm nn mmmmm mmm nn mmmmm nnnn mm nnnnnn mmm nnn mmmm nn mmmmmm nnn mm nnnnn mmm mmm nn mmmmm nnn mm nn mmmmm nnnn mm nnnnnn mmm nnn mmmm nn mmmmmm nnn mm nnnnn mmm mmm nn mmmmm nnnn m m nn mmmmm nnnn mm nnnnnn mmm nnn mmmm nn mmmmmm nnn mm nnnnn mmm mmm nn mmmmm nnnn mm n nn mmmmm nnnn mm nnnnnn mmm nnn mmmm nn mmmmmm nnn mm nnnnn mmm mmm nn mmm nn mmmmm nnnn mm nnnnnn mmm nnn mmmm nn mmmmmm nnn mm nnnnn mmm mmm nn mmmmm n mmmmm nnnn mm nnnnnn mmm nnn mmmm nn mmmmmm nnn mm nnnnn mmm mmm nn mmmmm nnn mmmmm nnnn mm nnnnnn mmm nnn mmmm nn mmmmmm nnn mm nnnnn mmm mmm nn mmmmm nnnn m mmm nn mmmmm nnnn mm nnnnnn mmm nnn mmmm nn mmmmmm nnn mm nnnnn mmm mmm nn mmmmm nnnn mm n mm nn mmmmm nnnn mm nnnnnn mmm nnn mmmm nn mmmmmm nnn mm nnnnn mmm mmm nn mmm m nn mmmmm nnnn mm nnnnnn mmm nnn mmmm nn mmmmmm nnn mm nnnnn mmm mmm nn mmmmm: [331, 23, 391, 506]
- section-divider: [71, 1814, 131, 1816]
- article-subheading: DR. SHELDON'S MAGNETIC LINIMENT: [77, 2179, 126, 2187]
- article-headline: A FAMOUS BATTERY: [396, 24, 456, 31]
- article-subheading: A NEWSPAPER EDITOR FINED: [465, 901, 517, 906]
- section-divider: [6, 799, 67, 800]
- section-divider: [71, 1196, 131, 1197]
- article-body: mmm nn mmmmm nnnn mm nnnnnn mmm nnn mmmm nn mmmmmm nnn mm nnnnn mmm mmm nn mmm mm nn mmmmm nnnn mm nnnnnn mmm nnn mmmm nn mmmmmm nnn mm nnnnn mmm mmm nn mmmmm m nn mmmmm nnnn mm nnnnnn mmm nnn mmmm nn mmmmmm nnn mm nnnnn mmm mmm nn mmmmm nnn nn mmmmm nnnn mm nnnnnn mmm nnn mmmm nn mmmmmm nnn mm nnnnn mmm mmm nn mmmmm nnnn m nn mmmmm nnnn mm nnnnnn mmm nnn mmmm nn mmmmmm nnn mm nnnnn mmm mmm nn mmmmm nnnn mm n n mmmmm nnnn mm nnnnnn mmm nnn mmmm nn mmmmmm nnn mm nnnnn mmm mmm nn mmm mmmmm nnnn mm nnnnnn mmm nnn mmmm nn mmmmmm nnn mm nnnnn mmm mmm nn mmmmm mmm nn mmmmm nnnn mm nnnnnn mmm nnn mmmm nn mmmmmm nnn mm nnnnn mmm mmm nn mmmmm nnn mm nn mmmmm nnnn mm nnnnnn mmm nnn mmmm nn mmmmmm nnn mm nnnnn mmm mmm nn mmmmm nnnn m m nn mmmmm nnnn mm nnnnnn mmm nnn mmmm nn mmmmmm nnn mm nnnnn mmm mmm nn mmmmm nnnn mm n nn mmmmm nnnn mm nnnnnn mmm nnn mmmm nn mmmmmm nnn mm nnnnn mmm mmm nn mmm nn mmmmm nnnn mm nnnnnn mmm nnn mmmm nn mmmmmm nnn mm nnnnn mmm mmm nn mmmmm n mmmmm nnnn mm nnnnnn mmm nnn mmmm nn mmmmmm nnn mm nnnnn mmm mmm nn mmmmm nnn mmmmm nnnn mm nnnnnn mmm nnn mmmm nn mmmmmm nnn mm nnnnn mmm mmm nn mmmmm nnnn m mmm nn mmmmm nnnn mm nnnnnn mmm nnn mmmm nn mmmmmm nnn mm nnnnn mmm mmm nn mmmmm nnnn mm n mm nn mmmmm nnnn mm nnnnnn mmm nnn mmmm nn mmmmmm nnn mm nnnnn mmm mmm nn mmm m nn mmmmm nnnn mm nnnnnn mmm nnn mmmm nn mmmmmm nnn mm nnnnn mmm mmm nn mmmmm nn mmmmm nnnn mm nnnnnn mmm nnn mmmm nn mmmmmm nnn mm nnnnn mmm mmm nn mmmmm nnn nn mmmmm nnnn mm nnnnnn mmm nnn mmmm nn mmmmmm nnn mm nnnnn mmm mmm nn mmmmm nnnn m n mmmmm nnnn mm nnnnnn mmm nnn mmmm nn mmmmmm nnn mm nnnnn mmm mmm nn mmmmm nnnn mm n mmmmm nnnn mm nnnnnn mmm nnn mmmm nn mmmmmm nnn mm nnnnn mmm mmm nn mmm mmm nn mmmmm nnnn mm nnnnnn mmm nnn mmmm nn mmmmmm nnn mm nnnnn mmm mmm nn mmmmm mm nn mmmmm nnnn mm nnnnnn mmm nnn mmmm nn mmmmmm nnn mm nnnnn mmm mmm nn mmmmm nnn m nn mmmmm nnnn mm nnnnnn mmm nnn mmmm nn mmmmmm nnn mm nnnnn mmm mmm nn mmmmm nnnn m nn mmmmm nnnn mm nnnnnn mmm nnn mmmm nn mmmmmm nnn mm nnnnn mmm mmm nn mmmmm nnnn mm n nn mmmmm nnnn mm nnnnnn mmm nnn mmmm nn mmmmmm nnn mm nnnnn mmm mmm nn mmm n mmmmm nnnn mm nnnnnn mmm nnn mmmm nn mmmmmm nnn mm nnnnn mmm mmm nn mmmmm mmmmm nnnn mm nnnnnn mmm nnn mmmm nn mmmmmm nnn mm nnnnn mmm mmm nn mmmmm nnn: [331, 1726, 391, 1984]
- article-body: mmm nn mmmmm nnnn mm nnnnnn mmm nnn mmmm nn mmmmmm nnn mm nnnnn mmm mmm nn mmm mm nn mmmmm nnnn mm nnnnnn mmm nnn mmmm nn mmmmmm nnn mm nnnnn mmm mmm nn mmmmm m nn mmmmm nnnn mm nnnnnn mmm nnn mmmm nn mmmmmm nnn mm nnnnn mmm mmm nn mmmmm nnn nn mmmmm nnnn mm nnnnnn mmm nnn mmmm nn mmmmmm nnn mm nnnnn mmm mmm nn mmmmm nnnn m nn mmmmm nnnn mm nnnnnn mmm nnn mmmm nn mmmmmm nnn mm nnnnn mmm mmm nn mmmmm nnnn mm n n mmmmm nnnn mm nnnnnn mmm nnn mmmm nn mmmmmm nnn mm nnnnn mmm mmm nn mmm mmmmm nnnn mm nnnnnn mmm nnn mmmm nn mmmmmm nnn mm nnnnn mmm mmm nn mmmmm mmm nn mmmmm nnnn mm nnnnnn mmm nnn mmmm nn mmmmmm nnn mm nnnnn mmm mmm nn mmmmm nnn mm nn mmmmm nnnn mm nnnnnn mmm nnn mmmm nn mmmmmm nnn mm nnnnn mmm mmm nn mmmmm nnnn m m nn mmmmm nnnn mm nnnnnn mmm nnn mmmm nn mmmmmm nnn mm nnnnn mmm mmm nn mmmmm nnnn mm n nn mmmmm nnnn mm nnnnnn mmm nnn mmmm nn mmmmmm nnn mm nnnnn mmm mmm nn mmm nn mmmmm nnnn mm nnnnnn mmm nnn mmmm nn mmmmmm nnn mm nnnnn mmm mmm nn mmmmm n mmmmm nnnn mm nnnnnn mmm nnn mmmm nn mmmmmm nnn mm nnnnn mmm mmm nn mmmmm nnn mmmmm nnnn mm nnnnnn mmm nnn mmmm nn mmmmmm nnn mm nnnnn mmm mmm nn mmmmm nnnn m: [461, 767, 522, 896]
- article-body: mmm nn mmmmm nnnn mm nnnnnn mmm nnn mmmm nn mmmmmm nnn mm nnnnn mmm mmm nn mmm mm nn mmmmm nnnn mm nnnnnn mmm nnn mmmm nn mmmmmm nnn mm nnnnn mmm mmm nn mmmmm m nn mmmmm nnnn mm nnnnnn mmm nnn mmmm nn mmmmmm nnn mm nnnnn mmm mmm nn mmmmm nnn nn mmmmm nnnn mm nnnnnn mmm nnn mmmm nn mmmmmm nnn mm nnnnn mmm mmm nn mmmmm nnnn m nn mmmmm nnnn mm nnnnnn mmm nnn mmmm nn mmmmmm nnn mm nnnnn mmm mmm nn mmmmm nnnn mm n n mmmmm nnnn mm nnnnnn mmm nnn mmmm nn mmmmmm nnn mm nnnnn mmm mmm nn mmm mmmmm nnnn mm nnnnnn mmm nnn mmmm nn mmmmmm nnn mm nnnnn mmm mmm nn mmmmm mmm nn mmmmm nnnn mm nnnnnn mmm nnn mmmm nn mmmmmm nnn mm nnnnn mmm mmm nn mmmmm nnn mm nn mmmmm nnnn mm nnnnnn mmm nnn mmmm nn mmmmmm nnn mm nnnnn mmm mmm nn mmmmm nnnn m m nn mmmmm nnnn mm nnnnnn mmm nnn mmmm nn mmmmmm nnn mm nnnnn mmm mmm nn mmmmm nnnn mm n nn mmmmm nnnn mm nnnnnn mmm nnn mmmm nn mmmmmm nnn mm nnnnn mmm mmm nn mmm nn mmmmm nnnn mm nnnnnn mmm nnn mmmm nn mmmmmm nnn mm nnnnn mmm mmm nn mmmmm n mmmmm nnnn mm nnnnnn mmm nnn mmmm nn mmmmmm nnn mm nnnnn mmm mmm nn mmmmm nnn mmmmm nnnn mm nnnnnn mmm nnn mmmm nn mmmmmm nnn mm nnnnn mmm mmm nn mmmmm nnnn m mmm nn mmmmm nnnn mm nnnnnn mmm nnn mmmm nn mmmmmm nnn mm nnnnn mmm mmm nn mmmmm nnnn mm n mm nn mmmmm nnnn mm nnnnnn mmm nnn mmmm nn mmmmmm nnn mm nnnnn mmm mmm nn mmm m nn mmmmm nnnn mm nnnnnn mmm nnn mmmm nn mmmmmm nnn mm nnnnn mmm mmm nn mmmmm nn mmmmm nnnn mm nnnnnn mmm nnn mmmm nn mmmmmm nnn mm nnnnn mmm mmm nn mmmmm nnn nn mmmmm nnnn mm nnnnnn mmm nnn mmmm nn mmmmmm nnn mm nnnnn mmm mmm nn mmmmm nnnn m n mmmmm nnnn mm nnnnnn mmm nnn mmmm nn mmmmmm nnn mm nnnnn mmm mmm nn mmmmm nnnn mm n mmmmm nnnn mm nnnnnn mmm nnn mmmm nn mmmmmm nnn mm nnnnn mmm mmm nn mmm mmm nn mmmmm nnnn mm nnnnnn mmm nnn mmmm nn mmmmmm nnn mm nnnnn mmm mmm nn mmmmm mm nn mmmmm nnnn mm nnnnnn mmm nnn mmmm nn mmmmmm nnn mm nnnnn mmm mmm nn mmmmm nnn m nn mmmmm nnnn mm nnnnnn mmm nnn mmmm nn mmmmmm nnn mm nnnnn mmm mmm nn mmmmm nnnn m nn mmmmm nnnn mm nnnnnn mmm nnn mmmm nn mmmmmm nnn mm nnnnn mmm mmm nn mmmmm nnnn mm n nn mmmmm nnnn mm nnnnnn mmm nnn mmmm nn mmmmmm nnn mm nnnnn mmm mmm nn mmm: [71, 1826, 131, 2067]
- article-body: mmm nn mmmmm nnnn mm nnnnnn mmm nnn mmmm nn mmmmmm nnn mm nnnnn mmm mmm nn mmm mm nn mmmmm nnnn mm nnnnnn mmm nnn mmmm nn mmmmmm nnn mm nnnnn mmm mmm nn mmmmm m nn mmmmm nnnn mm nnnnnn mmm nnn mmmm nn mmmmmm nnn mm nnnnn mmm mmm nn mmmmm nnn nn mmmmm nnnn mm nnnnnn mmm nnn mmmm nn mmmmmm nnn mm nnnnn mmm mmm nn mmmmm nnnn m nn mmmmm nnnn mm nnnnnn mmm nnn mmmm nn mmmmmm nnn mm nnnnn mmm mmm nn mmmmm nnnn mm n n mmmmm nnnn mm nnnnnn mmm nnn mmmm nn mmmmmm nnn mm nnnnn mmm mmm nn mmm mmmmm nnnn mm nnnnnn mmm nnn mmmm nn mmmmmm nnn mm nnnnn mmm mmm nn mmmmm mmm nn mmmmm nnnn mm nnnnnn mmm nnn mmmm nn mmmmmm nnn mm nnnnn mmm mmm nn mmmmm nnn mm nn mmmmm nnnn mm nnnnnn mmm nnn mmmm nn mmmmmm nnn mm nnnnn mmm mmm nn mmmmm nnnn m m nn mmmmm nnnn mm nnnnnn mmm nnn mmmm nn mmmmmm nnn mm nnnnn mmm mmm nn mmmmm nnnn mm n nn mmmmm nnnn mm nnnnnn mmm nnn mmmm nn mmmmmm nnn mm nnnnn mmm mmm nn mmm nn mmmmm nnnn mm nnnnnn mmm nnn mmmm nn mmmmmm nnn mm nnnnn mmm mmm nn mmmmm n mmmmm nnnn mm nnnnnn mmm nnn mmmm nn mmmmmm nnn mm nnnnn mmm mmm nn mmmmm nnn mmmmm nnnn mm nnnnnn mmm nnn mmmm nn mmmmmm nnn mm nnnnn mmm mmm nn mmmmm nnnn m mmm nn mmmmm nnnn mm nnnnnn mmm nnn mmmm nn mmmmmm nnn mm nnnnn mmm mmm nn mmmmm nnnn mm n mm nn mmmmm nnnn mm nnnnnn mmm nnn mmmm nn mmmmmm nnn mm nnnnn mmm mmm nn mmm m nn mmmmm nnnn mm nnnnnn mmm nnn mmmm nn mmmmmm nnn mm nnnnn mmm mmm nn mmmmm nn mmmmm nnnn mm nnnnnn mmm nnn mmmm nn mmmmmm nnn mm nnnnn mmm mmm nn mmmmm nnn nn mmmmm nnnn mm nnnnnn mmm nnn mmmm nn mmmmmm nnn mm nnnnn mmm mmm nn mmmmm nnnn m n mmmmm nnnn mm nnnnnn mmm nnn mmmm nn mmmmmm nnn mm nnnnn mmm mmm nn mmmmm nnnn mm n mmmmm nnnn mm nnnnnn mmm nnn mmmm nn mmmmmm nnn mm nnnnn mmm mmm nn mmm mmm nn mmmmm nnnn mm nnnnnn mmm nnn mmmm nn mmmmmm nnn mm nnnnn mmm mmm nn mmmmm mm nn mmmmm nnnn mm nnnnnn mmm nnn mmmm nn mmmmmm nnn mm nnnnn mmm mmm nn mmmmm nnn m nn mmmmm nnnn mm nnnnnn mmm nnn mmmm nn mmmmmm nnn mm nnnnn mmm mmm nn mmmmm nnnn m nn mmmmm nnnn mm nnnnnn mmm nnn mmmm nn mmmmmm nnn mm nnnnn mmm mmm nn mmmmm nnnn mm n nn mmmmm nnnn mm nnnnnn mmm nnn mmmm nn mmmmmm nnn mm nnnnn mmm mmm nn mmm n mmmmm nnnn mm nnnnnn mmm nnn mmmm nn mmmmmm nnn mm nnnnn mmm mmm nn mmmmm mmmmm nnnn mm nnnnnn mmm nnn mmmm nn mmmmmm nnn mm nnnnn mmm mmm nn mmmmm nnn mmm nn mmmmm nnnn mm nnnnnn mmm nnn mmmm nn mmmmmm nnn mm nnnnn mmm mmm nn mmmmm nnnn m mm nn mmmmm nnnn mm nnnnnn mmm nnn mmmm nn mmmmmm nnn mm nnnnn mmm mmm nn mmmmm nnnn mm n m nn mmmmm nnnn mm nnnnnn mmm nnn mmmm nn mmmmmm nnn mm nnnnn mmm mmm nn mmm nn mmmmm nnnn mm nnnnnn mmm nnn mmmm nn mmmmmm nnn mm nnnnn mmm mmm nn mmmmm nn mmmmm nnnn mm nnnnnn mmm nnn mmmm nn mmmmmm nnn mm nnnnn mmm mmm nn mmmmm nnn n mmmmm nnnn mm nnnnnn mmm nnn mmmm nn mmmmmm nnn mm nnnnn mmm mmm nn mmmmm nnnn m mmmmm nnnn mm nnnnnn mmm nnn mmmm nn mmmmmm nnn mm nnnnn mmm mmm nn mmmmm nnnn mm n mmm nn mmmmm nnnn mm nnnnnn mmm nnn mmmm nn mmmmmm nnn mm nnnnn mmm mmm nn mmm mm nn mmmmm nnnn mm nnnnnn mmm nnn mmmm nn mmmmmm nnn mm nnnnn mmm mmm nn mmmmm m nn mmmmm nnnn mm nnnnnn mmm nnn mmmm nn mmmmmm nnn mm nnnnn mmm mmm nn mmmmm nnn nn mmmmm nnnn mm nnnnnn mmm nnn mmmm nn mmmmmm nnn mm nnnnn mmm mmm nn mmmmm nnnn m nn mmmmm nnnn mm nnnnnn mmm nnn mmmm nn mmmmmm nnn mm nnnnn mmm mmm nn mmmmm nnnn mm n: [266, 193, 326, 566]
- article-subheading: COURSES OF INSTRUCTION: [77, 1378, 126, 1382]
- article-body: mmm nn mmmmm nnnn mm nnnnnn mmm nnn mmmm nn mmmmmm nnn mm nnnnn mmm mmm nn mmm mm nn mmmmm nnnn mm nnnnnn mmm nnn mmmm nn mmmmmm nnn mm nnnnn mmm mmm nn mmmmm m nn mmmmm nnnn mm nnnnnn mmm nnn mmmm nn mmmmmm nnn mm nnnnn mmm mmm nn mmmmm nnn nn mmmmm nnnn mm nnnnnn mmm nnn mmmm nn mmmmmm nnn mm nnnnn mmm mmm nn mmmmm nnnn m nn mmmmm nnnn mm nnnnnn mmm nnn mmmm nn mmmmmm nnn mm nnnnn mmm mmm nn mmmmm nnnn mm n n mmmmm nnnn mm nnnnnn mmm nnn mmmm nn mmmmmm nnn mm nnnnn mmm mmm nn mmm mmmmm nnnn mm nnnnnn mmm nnn mmmm nn mmmmmm nnn mm nnnnn mmm mmm nn mmmmm mmm nn mmmmm nnnn mm nnnnnn mmm nnn mmmm nn mmmmmm nnn mm nnnnn mmm mmm nn mmmmm nnn mm nn mmmmm nnnn mm nnnnnn mmm nnn mmmm nn mmmmmm nnn mm nnnnn mmm mmm nn mmmmm nnnn m m nn mmmmm nnnn mm nnnnnn mmm nnn mmmm nn mmmmmm nnn mm nnnnn mmm mmm nn mmmmm nnnn mm n nn mmmmm nnnn mm nnnnnn mmm nnn mmmm nn mmmmmm nnn mm nnnnn mmm mmm nn mmm nn mmmmm nnnn mm nnnnnn mmm nnn mmmm nn mmmmmm nnn mm nnnnn mmm mmm nn mmmmm n mmmmm nnnn mm nnnnnn mmm nnn mmmm nn mmmmmm nnn mm nnnnn mmm mmm nn mmmmm nnn mmmmm nnnn mm nnnnnn mmm nnn mmmm nn mmmmmm nnn mm nnnnn mmm mmm nn mmmmm nnnn m mmm nn mmmmm nnnn mm nnnnnn mmm nnn mmmm nn mmmmmm nnn mm nnnnn mmm mmm nn mmmmm nnnn mm n mm nn mmmmm nnnn mm nnnnnn mmm nnn mmmm nn mmmmmm nnn mm nnnnn mmm mmm nn mmm m nn mmmmm nnnn mm nnnnnn mmm nnn mmmm nn mmmmmm nnn mm nnnnn mmm mmm nn mmmmm nn mmmmm nnnn mm nnnnnn mmm nnn mmmm nn mmmmmm nnn mm nnnnn mmm mmm nn mmmmm nnn nn mmmmm nnnn mm nnnnnn mmm nnn mmmm nn mmmmmm nnn mm nnnnn mmm mmm nn mmmmm nnnn m n mmmmm nnnn mm nnnnnn mmm nnn mmmm nn mmmmmm nnn mm nnnnn mmm mmm nn mmmmm nnnn mm n mmmmm nnnn mm nnnnnn mmm nnn mmmm nn mmmmmm nnn mm nnnnn mmm mmm nn mmm mmm nn mmmmm nnnn mm nnnnnn mmm nnn mmmm nn mmmmmm nnn mm nnnnn mmm mmm nn mmmmm mm nn mmmmm nnnn mm nnnnnn mmm nnn mmmm nn mmmmmm nnn mm nnnnn mmm mmm nn mmmmm nnn m nn mmmmm nnnn mm nnnnnn mmm nnn mmmm nn mmmmmm nnn mm nnnnn mmm mmm nn mmmmm nnnn m nn mmmmm nnnn mm nnnnnn mmm nnn mmmm nn mmmmmm nnn mm nnnnn mmm mmm nn mmmmm nnnn mm n nn mmmmm nnnn mm nnnnnn mmm nnn mmmm nn mmmmmm nnn mm nnnnn mmm mmm nn mmm n mmmmm nnnn mm nnnnnn mmm nnn mmmm nn mmmmmm nnn mm nnnnn mmm mmm nn mmmmm mmmmm nnnn mm nnnnnn mmm nnn mmmm nn mmmmmm nnn mm nnnnn mmm mmm nn mmmmm nnn mmm nn mmmmm nnnn mm nnnnnn mmm nnn mmmm nn mmmmmm nnn mm nnnnn mmm mmm nn mmmmm nnnn m mm nn mmmmm nnnn mm nnnnnn mmm nnn mmmm nn mmmmmm nnn mm nnnnn mmm mmm nn mmmmm nnnn mm n m nn mmmmm nnnn mm nnnnnn mmm nnn mmmm nn mmmmmm nnn mm nnnnn mmm mmm nn mmm nn mmmmm nnnn mm nnnnnn mmm nnn mmmm nn mmmmmm nnn mm nnnnn mmm mmm nn mmmmm nn mmmmm nnnn mm nnnnnn mmm nnn mmmm nn mmmmmm nnn mm nnnnn mmm mmm nn mmmmm nnn n mmmmm nnnn mm nnnnnn mmm nnn mmmm nn mmmmmm nnn mm nnnnn mmm mmm nn mmmmm nnnn m mmmmm nnnn mm nnnnnn mmm nnn mmmm nn mmmmmm nnn mm nnnnn mmm mmm nn mmmmm nnnn mm n mmm nn mmmmm nnnn mm nnnnnn mmm nnn mmmm nn mmmmmm nnn mm nnnnn mmm mmm nn mmm mm nn mmmmm nnnn mm nnnnnn mmm nnn mmmm nn mmmmmm nnn mm nnnnn mmm mmm nn mmmmm m nn mmmmm nnnn mm nnnnnn mmm nnn mmmm nn mmmmmm nnn mm nnnnn mmm mmm nn mmmmm nnn: [136, 2222, 196, 2576]
- section-divider: [266, 834, 326, 835]
- article-subheading: STATEMENT BY THE MINISTER: [9, 49, 64, 53]
- newspaper-title: THE DOMINION, WEDNESDAY, AUGUST 2, 1916: [134, 3, 454, 18]
- article-subheading: FINAL ACCEPTORS: [215, 1917, 248, 1921]
- article-subheading: TO DECEASED LEGISLATORS: [205, 1313, 257, 1317]
- article-subheading: THE ISSUE OF THE WEST: [209, 1106, 253, 1110]
- subheading-rule: [351, 1724, 371, 1725]
- article-body: mmm nn mmmmm nnnn mm nnnnnn mmm nnn mmmm nn mmmmmm nnn mm nnnnn mmm mmm nn mmm mm nn mmmmm nnnn mm nnnnnn mmm nnn mmmm nn mmmmmm nnn mm nnnnn mmm mmm nn mmmmm m nn mmmmm nnnn mm nnnnnn mmm nnn mmmm nn mmmmmm nnn mm nnnnn mmm mmm nn mmmmm nnn nn mmmmm nnnn mm nnnnnn mmm nnn mmmm nn mmmmmm nnn mm nnnnn mmm mmm nn mmmmm nnnn m nn mmmmm nnnn mm nnnnnn mmm nnn mmmm nn mmmmmm nnn mm nnnnn mmm mmm nn mmmmm nnnn mm n n mmmmm nnnn mm nnnnnn mmm nnn mmmm nn mmmmmm nnn mm nnnnn mmm mmm nn mmm mmmmm nnnn mm nnnnnn mmm nnn mmmm nn mmmmmm nnn mm nnnnn mmm mmm nn mmmmm mmm nn mmmmm nnnn mm nnnnnn mmm nnn mmmm nn mmmmmm nnn mm nnnnn mmm mmm nn mmmmm nnn mm nn mmmmm nnnn mm nnnnnn mmm nnn mmmm nn mmmmmm nnn mm nnnnn mmm mmm nn mmmmm nnnn m m nn mmmmm nnnn mm nnnnnn mmm nnn mmmm nn mmmmmm nnn mm nnnnn mmm mmm nn mmmmm nnnn mm n nn mmmmm nnnn mm nnnnnn mmm nnn mmmm nn mmmmmm nnn mm nnnnn mmm mmm nn mmm nn mmmmm nnnn mm nnnnnn mmm nnn mmmm nn mmmmmm nnn mm nnnnn mmm mmm nn mmmmm n mmmmm nnnn mm nnnnnn mmm nnn mmmm nn mmmmmm nnn mm nnnnn mmm mmm nn mmmmm nnn mmmmm nnnn mm nnnnnn mmm nnn mmmm nn mmmmmm nnn mm nnnnn mmm mmm nn mmmmm nnnn m: [266, 1926, 326, 2055]
- subheading-rule: [351, 525, 371, 526]
- article-subheading: MAORI CONTINGENT: [342, 1624, 380, 1628]
- article-body: mmm nn mmmmm nnnn mm nnnnnn mmm nnn mmmm nn mmmmmm nnn mm nnnnn mmm mmm nn mmm mm nn mmmmm nnnn mm nnnnnn mmm nnn mmmm nn mmmmmm nnn mm nnnnn mmm mmm nn mmmmm m nn mmmmm nnnn mm nnnnnn mmm nnn mmmm nn mmmmmm nnn mm nnnnn mmm mmm nn mmmmm nnn nn mmmmm nnnn mm nnnnnn mmm nnn mmmm nn mmmmmm nnn mm nnnnn mmm mmm nn mmmmm nnnn m nn mmmmm nnnn mm nnnnnn mmm nnn mmmm nn mmmmmm nnn mm nnnnn mmm mmm nn mmmmm nnnn mm n n mmmmm nnnn mm nnnnnn mmm nnn mmmm nn mmmmmm nnn mm nnnnn mmm mmm nn mmm mmmmm nnnn mm nnnnnn mmm nnn mmmm nn mmmmmm nnn mm nnnnn mmm mmm nn mmmmm mmm nn mmmmm nnnn mm nnnnnn mmm nnn mmmm nn mmmmmm nnn mm nnnnn mmm mmm nn mmmmm nnn mm nn mmmmm nnnn mm nnnnnn mmm nnn mmmm nn mmmmmm nnn mm nnnnn mmm mmm nn mmmmm nnnn m m nn mmmmm nnnn mm nnnnnn mmm nnn mmmm nn mmmmmm nnn mm nnnnn mmm mmm nn mmmmm nnnn mm n nn mmmmm nnnn mm nnnnnn mmm nnn mmmm nn mmmmmm nnn mm nnnnn mmm mmm nn mmm nn mmmmm nnnn mm nnnnnn mmm nnn mmmm nn mmmmmm nnn mm nnnnn mmm mmm nn mmmmm n mmmmm nnnn mm nnnnnn mmm nnn mmmm nn mmmmmm nnn mm nnnnn mmm mmm nn mmmmm nnn mmmmm nnnn mm nnnnnn mmm nnn mmmm nn mmmmmm nnn mm nnnnn mmm mmm nn mmmmm nnnn m mmm nn mmmmm nnnn mm nnnnnn mmm nnn mmmm nn mmmmmm nnn mm nnnnn mmm mmm nn mmmmm nnnn mm n mm nn mmmmm nnnn mm nnnnnn mmm nnn mmmm nn mmmmmm nnn mm nnnnn mmm mmm nn mmm m nn mmmmm nnnn mm nnnnnn mmm nnn mmmm nn mmmmmm nnn mm nnnnn mmm mmm nn mmmmm nn mmmmm nnnn mm nnnnnn mmm nnn mmmm nn mmmmmm nnn mm nnnnn mmm mmm nn mmmmm nnn nn mmmmm nnnn mm nnnnnn mmm nnn mmmm nn mmmmmm nnn mm nnnnn mmm mmm nn mmmmm nnnn m n mmmmm nnnn mm nnnnnn mmm nnn mmmm nn mmmmmm nnn mm nnnnn mmm mmm nn mmmmm nnnn mm n mmmmm nnnn mm nnnnnn mmm nnn mmmm nn mmmmmm nnn mm nnnnn mmm mmm nn mmm mmm nn mmmmm nnnn mm nnnnnn mmm nnn mmmm nn mmmmmm nnn mm nnnnn mmm mmm nn mmmmm mm nn mmmmm nnnn mm nnnnnn mmm nnn mmmm nn mmmmmm nnn mm nnnnn mmm mmm nn mmmmm nnn m nn mmmmm nnnn mm nnnnnn mmm nnn mmmm nn mmmmmm nnn mm nnnnn mmm mmm nn mmmmm nnnn m nn mmmmm nnnn mm nnnnnn mmm nnn mmmm nn mmmmmm nnn mm nnnnn mmm mmm nn mmmmm nnnn mm n nn mmmmm nnnn mm nnnnnn mmm nnn mmmm nn mmmmmm nnn mm nnnnn mmm mmm nn mmm n mmmmm nnnn mm nnnnnn mmm nnn mmmm nn mmmmmm nnn mm nnnnn mmm mmm nn mmmmm mmmmm nnnn mm nnnnnn mmm nnn mmmm nn mmmmmm nnn mm nnnnn mmm mmm nn mmmmm nnn mmm nn mmmmm nnnn mm nnnnnn mmm nnn mmmm nn mmmmmm nnn mm nnnnn mmm mmm nn mmmmm nnnn m mm nn mmmmm nnnn mm nnnnnn mmm nnn mmmm nn mmmmmm nnn mm nnnnn mmm mmm nn mmmmm nnnn mm n m nn mmmmm nnnn mm nnnnnn mmm nnn mmmm nn mmmmmm nnn mm nnnnn mmm mmm nn mmm nn mmmmm nnnn mm nnnnnn mmm nnn mmmm nn mmmmmm nnn mm nnnnn mmm mmm nn mmmmm nn mmmmm nnnn mm nnnnnn mmm nnn mmmm nn mmmmmm nnn mm nnnnn mmm mmm nn mmmmm nnn n mmmmm nnnn mm nnnnnn mmm nnn mmmm nn mmmmmm nnn mm nnnnn mmm mmm nn mmmmm nnnn m mmmmm nnnn mm nnnnnn mmm nnn mmmm nn mmmmmm nnn mm nnnnn mmm mmm nn mmmmm nnnn mm n mmm nn mmmmm nnnn mm nnnnnn mmm nnn mmmm nn mmmmmm nnn mm nnnnn mmm mmm nn mmm mm nn mmmmm nnnn mm nnnnnn mmm nnn mmmm nn mmmmmm nnn mm nnnnn mmm mmm nn mmmmm m nn mmmmm nnnn mm nnnnnn mmm nnn mmmm nn mmmmmm nnn mm nnnnn mmm mmm nn mmmmm nnn nn mmmmm nnnn mm nnnnnn mmm nnn mmmm nn mmmmmm nnn mm nnnnn mmm mmm nn mmmmm nnnn m nn mmmmm nnnn mm nnnnnn mmm nnn mmmm nn mmmmmm nnn mm nnnnn mmm mmm nn mmmmm nnnn mm n n mmmmm nnnn mm nnnnnn mmm nnn mmmm nn mmmmmm nnn mm nnnnn mmm mmm nn mmm mmmmm nnnn mm nnnnnn mmm nnn mmmm nn mmmmmm nnn mm nnnnn mmm mmm nn mmmmm mmm nn mmmmm nnnn mm nnnnnn mmm nnn mmmm nn mmmmmm nnn mm nnnnn mmm mmm nn mmmmm nnn mm nn mmmmm nnnn mm nnnnnn mmm nnn mmmm nn mmmmmm nnn mm nnnnn mmm mmm nn mmmmm nnnn m m nn mmmmm nnnn mm nnnnnn mmm nnn mmmm nn mmmmmm nnn mm nnnnn mmm mmm nn mmmmm nnnn mm n nn mmmmm nnnn mm nnnnnn mmm nnn mmmm nn mmmmmm nnn mm nnnnn mmm mmm nn mmm nn mmmmm nnnn mm nnnnnn mmm nnn mmmm nn mmmmmm nnn mm nnnnn mmm mmm nn mmmmm n mmmmm nnnn mm nnnnnn mmm nnn mmmm nn mmmmmm nnn mm nnnnn mmm mmm nn mmmmm nnn mmmmm nnnn mm nnnnnn mmm nnn mmmm nn mmmmmm nnn mm nnnnn mmm mmm nn mmmmm nnnn m mmm nn mmmmm nnnn mm nnnnnn mmm nnn mmmm nn mmmmmm nnn mm nnnnn mmm mmm nn mmmmm nnnn mm n mm nn mmmmm nnnn mm nnnnnn mmm nnn mmmm nn mmmmmm nnn mm nnnnn mmm mmm nn mmm m nn mmmmm nnnn mm nnnnnn mmm nnn mmmm nn mmmmmm nnn mm nnnnn mmm mmm nn mmmmm nn mmmmm nnnn mm nnnnnn mmm nnn mmmm nn mmmmmm nnn mm nnnnn mmm mmm nn mmmmm nnn nn mmmmm nnnn mm nnnnnn mmm nnn mmmm nn mmmmmm nnn mm nnnnn mmm mmm nn mmmmm nnnn m n mmmmm nnnn mm nnnnnn mmm nnn mmmm nn mmmmmm nnn mm nnnnn mmm mmm nn mmmmm nnnn mm n mmmmm nnnn mm nnnnnn mmm nnn mmmm nn mmmmmm nnn mm nnnnn mmm mmm nn mmm mmm nn mmmmm nnnn mm nnnnnn mmm nnn mmmm nn mmmmmm nnn mm nnnnn mmm mmm nn mmmmm mm nn mmmmm nnnn mm nnnnnn mmm nnn mmmm nn mmmmmm nnn mm nnnnn mmm mmm nn mmmmm nnn m nn mmmmm nnnn mm nnnnnn mmm nnn mmmm nn mmmmmm nnn mm nnnnn mmm mmm nn mmmmm nnnn m nn mmmmm nnnn mm nnnnnn mmm nnn mmmm nn mmmmmm nnn mm nnnnn mmm mmm nn mmmmm nnnn mm n nn mmmmm nnnn mm nnnnnn mmm nnn mmmm nn mmmmmm nnn mm nnnnn mmm mmm nn mmm n mmmmm nnnn mm nnnnnn mmm nnn mmmm nn mmmmmm nnn mm nnnnn mmm mmm nn mmmmm: [136, 51, 196, 625]
- article-body: mmm nn mmmmm nnnn mm nnnnnn mmm nnn mmmm nn mmmmmm nnn mm nnnnn mmm mmm nn mmm mm nn mmmmm nnnn mm nnnnnn mmm nnn mmmm nn mmmmmm nnn mm nnnnn mmm mmm nn mmmmm m nn mmmmm nnnn mm nnnnnn mmm nnn mmmm nn mmmmmm nnn mm nnnnn mmm mmm nn mmmmm nnn nn mmmmm nnnn mm nnnnnn mmm nnn mmmm nn mmmmmm nnn mm nnnnn mmm mmm nn mmmmm nnnn m nn mmmmm nnnn mm nnnnnn mmm nnn mmmm nn mmmmmm nnn mm nnnnn mmm mmm nn mmmmm nnnn mm n n mmmmm nnnn mm nnnnnn mmm nnn mmmm nn mmmmmm nnn mm nnnnn mmm mmm nn mmm mmmmm nnnn mm nnnnnn mmm nnn mmmm nn mmmmmm nnn mm nnnnn mmm mmm nn mmmmm mmm nn mmmmm nnnn mm nnnnnn mmm nnn mmmm nn mmmmmm nnn mm nnnnn mmm mmm nn mmmmm nnn: [331, 1639, 391, 1712]
- section-divider: [461, 613, 522, 615]
- article-subheading: SIX O'CLOCK CLOSING: [471, 24, 512, 28]
- article-body: mmm nn mmmmm nnnn mm nnnnnn mmm nnn mmmm nn mmmmmm nnn mm nnnnn mmm mmm nn mmm mm nn mmmmm nnnn mm nnnnnn mmm nnn mmmm nn mmmmmm nnn mm nnnnn mmm mmm nn mmmmm m nn mmmmm nnnn mm nnnnnn mmm nnn mmmm nn mmmmmm nnn mm nnnnn mmm mmm nn mmmmm nnn nn mmmmm nnnn mm nnnnnn mmm nnn mmmm nn mmmmmm nnn mm nnnnn mmm mmm nn mmmmm nnnn m nn mmmmm nnnn mm nnnnnn mmm nnn mmmm nn mmmmmm nnn mm nnnnn mmm mmm nn mmmmm nnnn mm n n mmmmm nnnn mm nnnnnn mmm nnn mmmm nn mmmmmm nnn mm nnnnn mmm mmm nn mmm mmmmm nnnn mm nnnnnn mmm nnn mmmm nn mmmmmm nnn mm nnnnn mmm mmm nn mmmmm mmm nn mmmmm nnnn mm nnnnnn mmm nnn mmmm nn mmmmmm nnn mm nnnnn mmm mmm nn mmmmm nnn mm nn mmmmm nnnn mm nnnnnn mmm nnn mmmm nn mmmmmm nnn mm nnnnn mmm mmm nn mmmmm nnnn m m nn mmmmm nnnn mm nnnnnn mmm nnn mmmm nn mmmmmm nnn mm nnnnn mmm mmm nn mmmmm nnnn mm n nn mmmmm nnnn mm nnnnnn mmm nnn mmmm nn mmmmmm nnn mm nnnnn mmm mmm nn mmm nn mmmmm nnnn mm nnnnnn mmm nnn mmmm nn mmmmmm nnn mm nnnnn mmm mmm nn mmmmm n mmmmm nnnn mm nnnnnn mmm nnn mmmm nn mmmmmm nnn mm nnnnn mmm mmm nn mmmmm nnn mmmmm nnnn mm nnnnnn mmm nnn mmmm nn mmmmmm nnn mm nnnnn mmm mmm nn mmmmm nnnn m mmm nn mmmmm nnnn mm nnnnnn mmm nnn mmmm nn mmmmmm nnn mm nnnnn mmm mmm nn mmmmm nnnn mm n mm nn mmmmm nnnn mm nnnnnn mmm nnn mmmm nn mmmmmm nnn mm nnnnn mmm mmm nn mmm m nn mmmmm nnnn mm nnnnnn mmm nnn mmmm nn mmmmmm nnn mm nnnnn mmm mmm nn mmmmm nn mmmmm nnnn mm nnnnnn mmm nnn mmmm nn mmmmmm nnn mm nnnnn mmm mmm nn mmmmm nnn: [461, 275, 522, 441]
- article-subheading: RIVAL OF THE TICHBORNE CASE FOR LENGTH: [397, 1455, 455, 1463]
- section-divider: [266, 568, 326, 570]
- section-divider: [6, 1282, 67, 1284]
- article-headline: THE CALL FOR MEN: [137, 24, 196, 31]
- article-subheading: COMPLIMENT TO MAJOR PETHERICK: [403, 43, 449, 51]
- subheading-rule: [351, 969, 371, 970]
- article-subheading: THE MOTOR CORPS: [84, 2073, 119, 2077]
- subheading-rule: [92, 2078, 111, 2079]
- article-body: mmm nn mmmmm nnnn mm nnnnnn mmm nnn mmmm nn mmmmmm nnn mm nnnnn mmm mmm nn mmm mm nn mmmmm nnnn mm nnnnnn mmm nnn mmmm nn mmmmmm nnn mm nnnnn mmm mmm nn mmmmm m nn mmmmm nnnn mm nnnnnn mmm nnn mmmm nn mmmmmm nnn mm nnnnn mmm mmm nn mmmmm nnn nn mmmmm nnnn mm nnnnnn mmm nnn mmmm nn mmmmmm nnn mm nnnnn mmm mmm nn mmmmm nnnn m nn mmmmm nnnn mm nnnnnn mmm nnn mmmm nn mmmmmm nnn mm nnnnn mmm mmm nn mmmmm nnnn mm n n mmmmm nnnn mm nnnnnn mmm nnn mmmm nn mmmmmm nnn mm nnnnn mmm mmm nn mmm mmmmm nnnn mm nnnnnn mmm nnn mmmm nn mmmmmm nnn mm nnnnn mmm mmm nn mmmmm mmm nn mmmmm nnnn mm nnnnnn mmm nnn mmmm nn mmmmmm nnn mm nnnnn mmm mmm nn mmmmm nnn mm nn mmmmm nnnn mm nnnnnn mmm nnn mmmm nn mmmmmm nnn mm nnnnn mmm mmm nn mmmmm nnnn m m nn mmmmm nnnn mm nnnnnn mmm nnn mmmm nn mmmmmm nnn mm nnnnn mmm mmm nn mmmmm nnnn mm n nn mmmmm nnnn mm nnnnnn mmm nnn mmmm nn mmmmmm nnn mm nnnnn mmm mmm nn mmm nn mmmmm nnnn mm nnnnnn mmm nnn mmmm nn mmmmmm nnn mm nnnnn mmm mmm nn mmmmm n mmmmm nnnn mm nnnnnn mmm nnn mmmm nn mmmmmm nnn mm nnnnn mmm mmm nn mmmmm nnn mmmmm nnnn mm nnnnnn mmm nnn mmmm nn mmmmmm nnn mm nnnnn mmm mmm nn mmmmm nnnn m mmm nn mmmmm nnnn mm nnnnnn mmm nnn mmmm nn mmmmmm nnn mm nnnnn mmm mmm nn mmmmm nnnn mm n mm nn mmmmm nnnn mm nnnnnn mmm nnn mmmm nn mmmmmm nnn mm nnnnn mmm mmm nn mmm m nn mmmmm nnnn mm nnnnnn mmm nnn mmmm nn mmmmmm nnn mm nnnnn mmm mmm nn mmmmm nn mmmmm nnnn mm nnnnnn mmm nnn mmmm nn mmmmmm nnn mm nnnnn mmm mmm nn mmmmm nnn: [461, 917, 522, 1083]
- article-body: mmm nn mmmmm nnnn mm nnnnnn mmm nnn mmmm nn mmmmmm nnn mm nnnnn mmm mmm nn mmm mm nn mmmmm nnnn mm nnnnnn mmm nnn mmmm nn mmmmmm nnn mm nnnnn mmm mmm nn mmmmm m nn mmmmm nnnn mm nnnnnn mmm nnn mmmm nn mmmmmm nnn mm nnnnn mmm mmm nn mmmmm nnn nn mmmmm nnnn mm nnnnnn mmm nnn mmmm nn mmmmmm nnn mm nnnnn mmm mmm nn mmmmm nnnn m nn mmmmm nnnn mm nnnnnn mmm nnn mmmm nn mmmmmm nnn mm nnnnn mmm mmm nn mmmmm nnnn mm n n mmmmm nnnn mm nnnnnn mmm nnn mmmm nn mmmmmm nnn mm nnnnn mmm mmm nn mmm mmmmm nnnn mm nnnnnn mmm nnn mmmm nn mmmmmm nnn mm nnnnn mmm mmm nn mmmmm mmm nn mmmmm nnnn mm nnnnnn mmm nnn mmmm nn mmmmmm nnn mm nnnnn mmm mmm nn mmmmm nnn mm nn mmmmm nnnn mm nnnnnn mmm nnn mmmm nn mmmmmm nnn mm nnnnn mmm mmm nn mmmmm nnnn m m nn mmmmm nnnn mm nnnnnn mmm nnn mmmm nn mmmmmm nnn mm nnnnn mmm mmm nn mmmmm nnnn mm n nn mmmmm nnnn mm nnnnnn mmm nnn mmmm nn mmmmmm nnn mm nnnnn mmm mmm nn mmm nn mmmmm nnnn mm nnnnnn mmm nnn mmmm nn mmmmmm nnn mm nnnnn mmm mmm nn mmmmm n mmmmm nnnn mm nnnnnn mmm nnn mmmm nn mmmmmm nnn mm nnnnn mmm mmm nn mmmmm nnn mmmmm nnnn mm nnnnnn mmm nnn mmmm nn mmmmmm nnn mm nnnnn mmm mmm nn mmmmm nnnn m mmm nn mmmmm nnnn mm nnnnnn mmm nnn mmmm nn mmmmmm nnn mm nnnnn mmm mmm nn mmmmm nnnn mm n mm nn mmmmm nnnn mm nnnnnn mmm nnn mmmm nn mmmmmm nnn mm nnnnn mmm mmm nn mmm m nn mmmmm nnnn mm nnnnnn mmm nnn mmmm nn mmmmmm nnn mm nnnnn mmm mmm nn mmmmm nn mmmmm nnnn mm nnnnnn mmm nnn mmmm nn mmmmmm nnn mm nnnnn mmm mmm nn mmmmm nnn nn mmmmm nnnn mm nnnnnn mmm nnn mmmm nn mmmmmm nnn mm nnnnn mmm mmm nn mmmmm nnnn m n mmmmm nnnn mm nnnnnn mmm nnn mmmm nn mmmmmm nnn mm nnnnn mmm mmm nn mmmmm nnnn mm n mmmmm nnnn mm nnnnnn mmm nnn mmmm nn mmmmmm nnn mm nnnnn mmm mmm nn mmm mmm nn mmmmm nnnn mm nnnnnn mmm nnn mmmm nn mmmmmm nnn mm nnnnn mmm mmm nn mmmmm: [331, 527, 391, 732]
- article-body: mmm nn mmmmm nnnn mm nnnnnn mmm nnn mmmm nn mmmmmm nnn mm nnnnn mmm mmm nn mmm mm nn mmmmm nnnn mm nnnnnn mmm nnn mmmm nn mmmmmm nnn mm nnnnn mmm mmm nn mmmmm m nn mmmmm nnnn mm nnnnnn mmm nnn mmmm nn mmmmmm nnn mm nnnnn mmm mmm nn mmmmm nnn nn mmmmm nnnn mm nnnnnn mmm nnn mmmm nn mmmmmm nnn mm nnnnn mmm mmm nn mmmmm nnnn m nn mmmmm nnnn mm nnnnnn mmm nnn mmmm nn mmmmmm nnn mm nnnnn mmm mmm nn mmmmm nnnn mm n n mmmmm nnnn mm nnnnnn mmm nnn mmmm nn mmmmmm nnn mm nnnnn mmm mmm nn mmm mmmmm nnnn mm nnnnnn mmm nnn mmmm nn mmmmmm nnn mm nnnnn mmm mmm nn mmmmm mmm nn mmmmm nnnn mm nnnnnn mmm nnn mmmm nn mmmmmm nnn mm nnnnn mmm mmm nn mmmmm nnn mm nn mmmmm nnnn mm nnnnnn mmm nnn mmmm nn mmmmmm nnn mm nnnnn mmm mmm nn mmmmm nnnn m m nn mmmmm nnnn mm nnnnnn mmm nnn mmmm nn mmmmmm nnn mm nnnnn mmm mmm nn mmmmm nnnn mm n nn mmmmm nnnn mm nnnnnn mmm nnn mmmm nn mmmmmm nnn mm nnnnn mmm mmm nn mmm nn mmmmm nnnn mm nnnnnn mmm nnn mmmm nn mmmmmm nnn mm nnnnn mmm mmm nn mmmmm n mmmmm nnnn mm nnnnnn mmm nnn mmmm nn mmmmmm nnn mm nnnnn mmm mmm nn mmmmm nnn mmmmm nnnn mm nnnnnn mmm nnn mmmm nn mmmmmm nnn mm nnnnn mmm mmm nn mmmmm nnnn m mmm nn mmmmm nnnn mm nnnnnn mmm nnn mmmm nn mmmmmm nnn mm nnnnn mmm mmm nn mmmmm nnnn mm n mm nn mmmmm nnnn mm nnnnnn mmm nnn mmmm nn mmmmmm nnn mm nnnnn mmm mmm nn mmm m nn mmmmm nnnn mm nnnnnn mmm nnn mmmm nn mmmmmm nnn mm nnnnn mmm mmm nn mmmmm nn mmmmm nnnn mm nnnnnn mmm nnn mmmm nn mmmmmm nnn mm nnnnn mmm mmm nn mmmmm nnn nn mmmmm nnnn mm nnnnnn mmm nnn mmmm nn mmmmmm nnn mm nnnnn mmm mmm nn mmmmm nnnn m n mmmmm nnnn mm nnnnnn mmm nnn mmmm nn mmmmmm nnn mm nnnnn mmm mmm nn mmmmm nnnn mm n mmmmm nnnn mm nnnnnn mmm nnn mmmm nn mmmmmm nnn mm nnnnn mmm mmm nn mmm mmm nn mmmmm nnnn mm nnnnnn mmm nnn mmmm nn mmmmmm nnn mm nnnnn mmm mmm nn mmmmm mm nn mmmmm nnnn mm nnnnnn mmm nnn mmmm nn mmmmmm nnn mm nnnnn mmm mmm nn mmmmm nnn m nn mmmmm nnnn mm nnnnnn mmm nnn mmmm nn mmmmmm nnn mm nnnnn mmm mmm nn mmmmm nnnn m nn mmmmm nnnn mm nnnnnn mmm nnn mmmm nn mmmmmm nnn mm nnnnn mmm mmm nn mmmmm nnnn mm n nn mmmmm nnnn mm nnnnnn mmm nnn mmmm nn mmmmmm nnn mm nnnnn mmm mmm nn mmm n mmmmm nnnn mm nnnnnn mmm nnn mmmm nn mmmmmm nnn mm nnnnn mmm mmm nn mmmmm mmmmm nnnn mm nnnnnn mmm nnn mmmm nn mmmmmm nnn mm nnnnn mmm mmm nn mmmmm nnn mmm nn mmmmm nnnn mm nnnnnn mmm nnn mmmm nn mmmmmm nnn mm nnnnn mmm mmm nn mmmmm nnnn m mm nn mmmmm nnnn mm nnnnnn mmm nnn mmmm nn mmmmmm nnn mm nnnnn mmm mmm nn mmmmm nnnn mm n m nn mmmmm nnnn mm nnnnnn mmm nnn mmmm nn mmmmmm nnn mm nnnnn mmm mmm nn mmm nn mmmmm nnnn mm nnnnnn mmm nnn mmmm nn mmmmmm nnn mm nnnnn mmm mmm nn mmmmm nn mmmmm nnnn mm nnnnnn mmm nnn mmmm nn mmmmmm nnn mm nnnnn mmm mmm nn mmmmm nnn n mmmmm nnnn mm nnnnnn mmm nnn mmmm nn mmmmmm nnn mm nnnnn mmm mmm nn mmmmm nnnn m mmmmm nnnn mm nnnnnn mmm nnn mmmm nn mmmmmm nnn mm nnnnn mmm mmm nn mmmmm nnnn mm n mmm nn mmmmm nnnn mm nnnnnn mmm nnn mmmm nn mmmmmm nnn mm nnnnn mmm mmm nn mmm mm nn mmmmm nnnn mm nnnnnn mmm nnn mmmm nn mmmmmm nnn mm nnnnn mmm mmm nn mmmmm m nn mmmmm nnnn mm nnnnnn mmm nnn mmmm nn mmmmmm nnn mm nnnnn mmm mmm nn mmmmm nnn nn mmmmm nnnn mm nnnnnn mmm nnn mmmm nn mmmmmm nnn mm nnnnn mmm mmm nn mmmmm nnnn m nn mmmmm nnnn mm nnnnnn mmm nnn mmmm nn mmmmmm nnn mm nnnnn mmm mmm nn mmmmm nnnn mm n n mmmmm nnnn mm nnnnnn mmm nnn mmmm nn mmmmmm nnn mm nnnnn mmm mmm nn mmm mmmmm nnnn mm nnnnnn mmm nnn mmmm nn mmmmmm nnn mm nnnnn mmm mmm nn mmmmm mmm nn mmmmm nnnn mm nnnnnn mmm nnn mmmm nn mmmmmm nnn mm nnnnn mmm mmm nn mmmmm nnn mm nn mmmmm nnnn mm nnnnnn mmm nnn mmmm nn mmmmmm nnn mm nnnnn mmm mmm nn mmmmm nnnn m m nn mmmmm nnnn mm nnnnnn mmm nnn mmmm nn mmmmmm nnn mm nnnnn mmm mmm nn mmmmm nnnn mm n nn mmmmm nnnn mm nnnnnn mmm nnn mmmm nn mmmmmm nnn mm nnnnn mmm mmm nn mmm nn mmmmm nnnn mm nnnnnn mmm nnn mmmm nn mmmmmm nnn mm nnnnn mmm mmm nn mmmmm n mmmmm nnnn mm nnnnnn mmm nnn mmmm nn mmmmmm nnn mm nnnnn mmm mmm nn mmmmm nnn mmmmm nnnn mm nnnnnn mmm nnn mmmm nn mmmmmm nnn mm nnnnn mmm mmm nn mmmmm nnnn m mmm nn mmmmm nnnn mm nnnnnn mmm nnn mmmm nn mmmmmm nnn mm nnnnn mmm mmm nn mmmmm nnnn mm n mm nn mmmmm nnnn mm nnnnnn mmm nnn mmmm nn mmmmmm nnn mm nnnnn mmm mmm nn mmm m nn mmmmm nnnn mm nnnnnn mmm nnn mmmm nn mmmmmm nnn mm nnnnn mmm mmm nn mmmmm nn mmmmm nnnn mm nnnnnn mmm nnn mmmm nn mmmmmm nnn mm nnnnn mmm mmm nn mmmmm nnn nn mmmmm nnnn mm nnnnnn mmm nnn mmmm nn mmmmmm nnn mm nnnnn mmm mmm nn mmmmm nnnn m n mmmmm nnnn mm nnnnnn mmm nnn mmmm nn mmmmmm nnn mm nnnnn mmm mmm nn mmmmm nnnn mm n mmmmm nnnn mm nnnnnn mmm nnn mmmm nn mmmmmm nnn mm nnnnn mmm mmm nn mmm mmm nn mmmmm nnnn mm nnnnnn mmm nnn mmmm nn mmmmmm nnn mm nnnnn mmm mmm nn mmmmm mm nn mmmmm nnnn mm nnnnnn mmm nnn mmmm nn mmmmmm nnn mm nnnnn mmm mmm nn mmmmm nnn m nn mmmmm nnnn mm nnnnnn mmm nnn mmmm nn mmmmmm nnn mm nnnnn mmm mmm nn mmmmm nnnn m nn mmmmm nnnn mm nnnnnn mmm nnn mmmm nn mmmmmm nnn mm nnnnn mmm mmm nn mmmmm nnnn mm n nn mmmmm nnnn mm nnnnnn mmm nnn mmmm nn mmmmmm nnn mm nnnnn mmm mmm nn mmm n mmmmm nnnn mm nnnnnn mmm nnn mmmm nn mmmmmm nnn mm nnnnn mmm mmm nn mmmmm mmmmm nnnn mm nnnnnn mmm nnn mmmm nn mmmmmm nnn mm nnnnn mmm mmm nn mmmmm nnn mmm nn mmmmm nnnn mm nnnnnn mmm nnn mmmm nn mmmmmm nnn mm nnnnn mmm mmm nn mmmmm nnnn m mm nn mmmmm nnnn mm nnnnnn mmm nnn mmmm nn mmmmmm nnn mm nnnnn mmm mmm nn mmmmm nnnn mm n m nn mmmmm nnnn mm nnnnnn mmm nnn mmmm nn mmmmmm nnn mm nnnnn mmm mmm nn mmm nn mmmmm nnnn mm nnnnnn mmm nnn mmmm nn mmmmmm nnn mm nnnnn mmm mmm nn mmmmm nn mmmmm nnnn mm nnnnnn mmm nnn mmmm nn mmmmmm nnn mm nnnnn mmm mmm nn mmmmm nnn n mmmmm nnnn mm nnnnnn mmm nnn mmmm nn mmmmmm nnn mm nnnnn mmm mmm nn mmmmm nnnn m mmmmm nnnn mm nnnnnn mmm nnn mmmm nn mmmmmm nnn mm nnnnn mmm mmm nn mmmmm nnnn mm n mmm nn mmmmm nnnn mm nnnnnn mmm nnn mmmm nn mmmmmm nnn mm nnnnn mmm mmm nn mmm mm nn mmmmm nnnn mm nnnnnn mmm nnn mmmm nn mmmmmm nnn mm nnnnn mmm mmm nn mmmmm m nn mmmmm nnnn mm nnnnnn mmm nnn mmmm nn mmmmmm nnn mm nnnnn mmm mmm nn mmmmm nnn nn mmmmm nnnn mm nnnnnn mmm nnn mmmm nn mmmmmm nnn mm nnnnn mmm mmm nn mmmmm nnnn m nn mmmmm nnnn mm nnnnnn mmm nnn mmmm nn mmmmmm nnn mm nnnnn mmm mmm nn mmmmm nnnn mm n n mmmmm nnnn mm nnnnnn mmm nnn mmmm nn mmmmmm nnn mm nnnnn mmm mmm nn mmm mmmmm nnnn mm nnnnnn mmm nnn mmmm nn mmmmmm nnn mm nnnnn mmm mmm nn mmmmm mmm nn mmmmm nnnn mm nnnnnn mmm nnn mmmm nn mmmmmm nnn mm nnnnn mmm mmm nn mmmmm nnn mm nn mmmmm nnnn mm nnnnnn mmm nnn mmmm nn mmmmmm nnn mm nnnnn mmm mmm nn mmmmm nnnn m m nn mmmmm nnnn mm nnnnnn mmm nnn mmmm nn mmmmmm nnn mm nnnnn mmm mmm nn mmmmm nnnn mm n: [266, 845, 326, 1585]
- subheading-rule: [286, 40, 306, 41]
- subheading-rule: [351, 743, 371, 744]
- article-subheading: OVER £12,000 FOR NAVAL WIDOWS: [136, 1198, 196, 1203]
- article-subheading: ARE YOU RUN DOWN?: [147, 2214, 186, 2218]
- subheading-rule: [286, 1596, 306, 1597]
- article-body: mmm nn mmmmm nnnn mm nnnnnn mmm nnn mmmm nn mmmmmm nnn mm nnnnn mmm mmm nn mmm mm nn mmmmm nnnn mm nnnnnn mmm nnn mmmm nn mmmmmm nnn mm nnnnn mmm mmm nn mmmmm m nn mmmmm nnnn mm nnnnnn mmm nnn mmmm nn mmmmmm nnn mm nnnnn mmm mmm nn mmmmm nnn nn mmmmm nnnn mm nnnnnn mmm nnn mmmm nn mmmmmm nnn mm nnnnn mmm mmm nn mmmmm nnnn m nn mmmmm nnnn mm nnnnnn mmm nnn mmmm nn mmmmmm nnn mm nnnnn mmm mmm nn mmmmm nnnn mm n n mmmmm nnnn mm nnnnnn mmm nnn mmmm nn mmmmmm nnn mm nnnnn mmm mmm nn mmm mmmmm nnnn mm nnnnnn mmm nnn mmmm nn mmmmmm nnn mm nnnnn mmm mmm nn mmmmm mmm nn mmmmm nnnn mm nnnnnn mmm nnn mmmm nn mmmmmm nnn mm nnnnn mmm mmm nn mmmmm nnn mm nn mmmmm nnnn mm nnnnnn mmm nnn mmmm nn mmmmmm nnn mm nnnnn mmm mmm nn mmmmm nnnn m m nn mmmmm nnnn mm nnnnnn mmm nnn mmmm nn mmmmmm nnn mm nnnnn mmm mmm nn mmmmm nnnn mm n nn mmmmm nnnn mm nnnnnn mmm nnn mmmm nn mmmmmm nnn mm nnnnn mmm mmm nn mmm nn mmmmm nnnn mm nnnnnn mmm nnn mmmm nn mmmmmm nnn mm nnnnn mmm mmm nn mmmmm n mmmmm nnnn mm nnnnnn mmm nnn mmmm nn mmmmmm nnn mm nnnnn mmm mmm nn mmmmm nnn mmmmm nnnn mm nnnnnn mmm nnn mmmm nn mmmmmm nnn mm nnnnn mmm mmm nn mmmmm nnnn m mmm nn mmmmm nnnn mm nnnnnn mmm nnn mmmm nn mmmmmm nnn mm nnnnn mmm mmm nn mmmmm nnnn mm n mm nn mmmmm nnnn mm nnnnnn mmm nnn mmmm nn mmmmmm nnn mm nnnnn mmm mmm nn mmm m nn mmmmm nnnn mm nnnnnn mmm nnn mmmm nn mmmmmm nnn mm nnnnn mmm mmm nn mmmmm nn mmmmm nnnn mm nnnnnn mmm nnn mmmm nn mmmmmm nnn mm nnnnn mmm mmm nn mmmmm nnn nn mmmmm nnnn mm nnnnnn mmm nnn mmmm nn mmmmmm nnn mm nnnnn mmm mmm nn mmmmm nnnn m n mmmmm nnnn mm nnnnnn mmm nnn mmmm nn mmmmmm nnn mm nnnnn mmm mmm nn mmmmm nnnn mm n mmmmm nnnn mm nnnnnn mmm nnn mmmm nn mmmmmm nnn mm nnnnn mmm mmm nn mmm mmm nn mmmmm nnnn mm nnnnnn mmm nnn mmmm nn mmmmmm nnn mm nnnnn mmm mmm nn mmmmm: [71, 902, 131, 1107]
- article-body: mmm nn mmmmm nnnn mm nnnnnn mmm nnn mmmm nn mmmmmm nnn mm nnnnn mmm mmm nn mmm mm nn mmmmm nnnn mm nnnnnn mmm nnn mmmm nn mmmmmm nnn mm nnnnn mmm mmm nn mmmmm m nn mmmmm nnnn mm nnnnnn mmm nnn mmmm nn mmmmmm nnn mm nnnnn mmm mmm nn mmmmm nnn nn mmmmm nnnn mm nnnnnn mmm nnn mmmm nn mmmmmm nnn mm nnnnn mmm mmm nn mmmmm nnnn m nn mmmmm nnnn mm nnnnnn mmm nnn mmmm nn mmmmmm nnn mm nnnnn mmm mmm nn mmmmm nnnn mm n n mmmmm nnnn mm nnnnnn mmm nnn mmmm nn mmmmmm nnn mm nnnnn mmm mmm nn mmm mmmmm nnnn mm nnnnnn mmm nnn mmmm nn mmmmmm nnn mm nnnnn mmm mmm nn mmmmm mmm nn mmmmm nnnn mm nnnnnn mmm nnn mmmm nn mmmmmm nnn mm nnnnn mmm mmm nn mmmmm nnn mm nn mmmmm nnnn mm nnnnnn mmm nnn mmmm nn mmmmmm nnn mm nnnnn mmm mmm nn mmmmm nnnn m m nn mmmmm nnnn mm nnnnnn mmm nnn mmmm nn mmmmmm nnn mm nnnnn mmm mmm nn mmmmm nnnn mm n nn mmmmm nnnn mm nnnnnn mmm nnn mmmm nn mmmmmm nnn mm nnnnn mmm mmm nn mmm nn mmmmm nnnn mm nnnnnn mmm nnn mmmm nn mmmmmm nnn mm nnnnn mmm mmm nn mmmmm n mmmmm nnnn mm nnnnnn mmm nnn mmmm nn mmmmmm nnn mm nnnnn mmm mmm nn mmmmm nnn mmmmm nnnn mm nnnnnn mmm nnn mmmm nn mmmmmm nnn mm nnnnn mmm mmm nn mmmmm nnnn m mmm nn mmmmm nnnn mm nnnnnn mmm nnn mmmm nn mmmmmm nnn mm nnnnn mmm mmm nn mmmmm nnnn mm n mm nn mmmmm nnnn mm nnnnnn mmm nnn mmmm nn mmmmmm nnn mm nnnnn mmm mmm nn mmm m nn mmmmm nnnn mm nnnnnn mmm nnn mmmm nn mmmmmm nnn mm nnnnn mmm mmm nn mmmmm nn mmmmm nnnn mm nnnnnn mmm nnn mmmm nn mmmmmm nnn mm nnnnn mmm mmm nn mmmmm nnn nn mmmmm nnnn mm nnnnnn mmm nnn mmmm nn mmmmmm nnn mm nnnnn mmm mmm nn mmmmm nnnn m n mmmmm nnnn mm nnnnnn mmm nnn mmmm nn mmmmmm nnn mm nnnnn mmm mmm nn mmmmm nnnn mm n mmmmm nnnn mm nnnnnn mmm nnn mmmm nn mmmmmm nnn mm nnnnn mmm mmm nn mmm mmm nn mmmmm nnnn mm nnnnnn mmm nnn mmmm nn mmmmmm nnn mm nnnnn mmm mmm nn mmmmm mm nn mmmmm nnnn mm nnnnnn mmm nnn mmmm nn mmmmmm nnn mm nnnnn mmm mmm nn mmmmm nnn m nn mmmmm nnnn mm nnnnnn mmm nnn mmmm nn mmmmmm nnn mm nnnnn mmm mmm nn mmmmm nnnn m nn mmmmm nnnn mm nnnnnn mmm nnn mmmm nn mmmmmm nnn mm nnnnn mmm mmm nn mmmmm nnnn mm n nn mmmmm nnnn mm nnnnnn mmm nnn mmmm nn mmmmmm nnn mm nnnnn mmm mmm nn mmm n mmmmm nnnn mm nnnnnn mmm nnn mmmm nn mmmmmm nnn mm nnnnn mmm mmm nn mmmmm mmmmm nnnn mm nnnnnn mmm nnn mmmm nn mmmmmm nnn mm nnnnn mmm mmm nn mmmmm nnn mmm nn mmmmm nnnn mm nnnnnn mmm nnn mmmm nn mmmmmm nnn mm nnnnn mmm mmm nn mmmmm nnnn m mm nn mmmmm nnnn mm nnnnnn mmm nnn mmmm nn mmmmmm nnn mm nnnnn mmm mmm nn mmmmm nnnn mm n m nn mmmmm nnnn mm nnnnnn mmm nnn mmmm nn mmmmmm nnn mm nnnnn mmm mmm nn mmm nn mmmmm nnnn mm nnnnnn mmm nnn mmmm nn mmmmmm nnn mm nnnnn mmm mmm nn mmmmm nn mmmmm nnnn mm nnnnnn mmm nnn mmmm nn mmmmmm nnn mm nnnnn mmm mmm nn mmmmm nnn n mmmmm nnnn mm nnnnnn mmm nnn mmmm nn mmmmmm nnn mm nnnnn mmm mmm nn mmmmm nnnn m mmmmm nnnn mm nnnnnn mmm nnn mmmm nn mmmmmm nnn mm nnnnn mmm mmm nn mmmmm nnnn mm n mmm nn mmmmm nnnn mm nnnnnn mmm nnn mmmm nn mmmmmm nnn mm nnnnn mmm mmm nn mmm mm nn mmmmm nnnn mm nnnnnn mmm nnn mmmm nn mmmmmm nnn mm nnnnn mmm mmm nn mmmmm m nn mmmmm nnnn mm nnnnnn mmm nnn mmmm nn mmmmmm nnn mm nnnnn mmm mmm nn mmmmm nnn nn mmmmm nnnn mm nnnnnn mmm nnn mmmm nn mmmmmm nnn mm nnnnn mmm mmm nn mmmmm nnnn m nn mmmmm nnnn mm nnnnnn mmm nnn mmmm nn mmmmmm nnn mm nnnnn mmm mmm nn mmmmm nnnn mm n n mmmmm nnnn mm nnnnnn mmm nnn mmmm nn mmmmmm nnn mm nnnnn mmm mmm nn mmm mmmmm nnnn mm nnnnnn mmm nnn mmmm nn mmmmmm nnn mm nnnnn mmm mmm nn mmmmm mmm nn mmmmm nnnn mm nnnnnn mmm nnn mmmm nn mmmmmm nnn mm nnnnn mmm mmm nn mmmmm nnn mm nn mmmmm nnnn mm nnnnnn mmm nnn mmmm nn mmmmmm nnn mm nnnnn mmm mmm nn mmmmm nnnn m m nn mmmmm nnnn mm nnnnnn mmm nnn mmmm nn mmmmmm nnn mm nnnnn mmm mmm nn mmmmm nnnn mm n nn mmmmm nnnn mm nnnnnn mmm nnn mmmm nn mmmmmm nnn mm nnnnn mmm mmm nn mmm nn mmmmm nnnn mm nnnnnn mmm nnn mmmm nn mmmmmm nnn mm nnnnn mmm mmm nn mmmmm n mmmmm nnnn mm nnnnnn mmm nnn mmmm nn mmmmmm nnn mm nnnnn mmm mmm nn mmmmm nnn mmmmm nnnn mm nnnnnn mmm nnn mmmm nn mmmmmm nnn mm nnnnn mmm mmm nn mmmmm nnnn m mmm nn mmmmm nnnn mm nnnnnn mmm nnn mmmm nn mmmmmm nnn mm nnnnn mmm mmm nn mmmmm nnnn mm n mm nn mmmmm nnnn mm nnnnnn mmm nnn mmmm nn mmmmmm nnn mm nnnnn mmm mmm nn mmm m nn mmmmm nnnn mm nnnnnn mmm nnn mmmm nn mmmmmm nnn mm nnnnn mmm mmm nn mmmmm nn mmmmm nnnn mm nnnnnn mmm nnn mmmm nn mmmmmm nnn mm nnnnn mmm mmm nn mmmmm nnn nn mmmmm nnnn mm nnnnnn mmm nnn mmmm nn mmmmmm nnn mm nnnnn mmm mmm nn mmmmm nnnn m n mmmmm nnnn mm nnnnnn mmm nnn mmmm nn mmmmmm nnn mm nnnnn mmm mmm nn mmmmm nnnn mm n mmmmm nnnn mm nnnnnn mmm nnn mmmm nn mmmmmm nnn mm nnnnn mmm mmm nn mmm mmm nn mmmmm nnnn mm nnnnnn mmm nnn mmmm nn mmmmmm nnn mm nnnnn mmm mmm nn mmmmm mm nn mmmmm nnnn mm nnnnnn mmm nnn mmmm nn mmmmmm nnn mm nnnnn mmm mmm nn mmmmm nnn: [136, 647, 196, 1185]
- subheading-rule: [286, 48, 306, 49]
- article-subheading: THE PAHIATUA SEAT: [213, 711, 250, 715]
- article-subheading: HOSPITAL AND PROGRESS REPORT: [338, 958, 384, 967]
- article-subheading: PERCENTAGES OF INCREASE: [205, 43, 257, 46]
- subheading-rule: [157, 48, 176, 49]
- article-body: mmm nn mmmmm nnnn mm nnnnnn mmm nnn mmmm nn mmmmmm nnn mm nnnnn mmm mmm nn mmm mm nn mmmmm nnnn mm nnnnnn mmm nnn mmmm nn mmmmmm nnn mm nnnnn mmm mmm nn mmmmm m nn mmmmm nnnn mm nnnnnn mmm nnn mmmm nn mmmmmm nnn mm nnnnn mmm mmm nn mmmmm nnn nn mmmmm nnnn mm nnnnnn mmm nnn mmmm nn mmmmmm nnn mm nnnnn mmm mmm nn mmmmm nnnn m nn mmmmm nnnn mm nnnnnn mmm nnn mmmm nn mmmmmm nnn mm nnnnn mmm mmm nn mmmmm nnnn mm n n mmmmm nnnn mm nnnnnn mmm nnn mmmm nn mmmmmm nnn mm nnnnn mmm mmm nn mmm mmmmm nnnn mm nnnnnn mmm nnn mmmm nn mmmmmm nnn mm nnnnn mmm mmm nn mmmmm mmm nn mmmmm nnnn mm nnnnnn mmm nnn mmmm nn mmmmmm nnn mm nnnnn mmm mmm nn mmmmm nnn mm nn mmmmm nnnn mm nnnnnn mmm nnn mmmm nn mmmmmm nnn mm nnnnn mmm mmm nn mmmmm nnnn m m nn mmmmm nnnn mm nnnnnn mmm nnn mmmm nn mmmmmm nnn mm nnnnn mmm mmm nn mmmmm nnnn mm n nn mmmmm nnnn mm nnnnnn mmm nnn mmmm nn mmmmmm nnn mm nnnnn mmm mmm nn mmm nn mmmmm nnnn mm nnnnnn mmm nnn mmmm nn mmmmmm nnn mm nnnnn mmm mmm nn mmmmm n mmmmm nnnn mm nnnnnn mmm nnn mmmm nn mmmmmm nnn mm nnnnn mmm mmm nn mmmmm nnn mmmmm nnnn mm nnnnnn mmm nnn mmmm nn mmmmmm nnn mm nnnnn mmm mmm nn mmmmm nnnn m mmm nn mmmmm nnnn mm nnnnnn mmm nnn mmmm nn mmmmmm nnn mm nnnnn mmm mmm nn mmmmm nnnn mm n mm nn mmmmm nnnn mm nnnnnn mmm nnn mmmm nn mmmmmm nnn mm nnnnn mmm mmm nn mmm m nn mmmmm nnnn mm nnnnnn mmm nnn mmmm nn mmmmmm nnn mm nnnnn mmm mmm nn mmmmm nn mmmmm nnnn mm nnnnnn mmm nnn mmmm nn mmmmmm nnn mm nnnnn mmm mmm nn mmmmm nnn nn mmmmm nnnn mm nnnnnn mmm nnn mmmm nn mmmmmm nnn mm nnnnn mmm mmm nn mmmmm nnnn m n mmmmm nnnn mm nnnnnn mmm nnn mmmm nn mmmmmm nnn mm nnnnn mmm mmm nn mmmmm nnnn mm n mmmmm nnnn mm nnnnnn mmm nnn mmmm nn mmmmmm nnn mm nnnnn mmm mmm nn mmm mmm nn mmmmm nnnn mm nnnnnn mmm nnn mmmm nn mmmmmm nnn mm nnnnn mmm mmm nn mmmmm mm nn mmmmm nnnn mm nnnnnn mmm nnn mmmm nn mmmmmm nnn mm nnnnn mmm mmm nn mmmmm nnn m nn mmmmm nnnn mm nnnnnn mmm nnn mmmm nn mmmmmm nnn mm nnnnn mmm mmm nn mmmmm nnnn m nn mmmmm nnnn mm nnnnnn mmm nnn mmmm nn mmmmmm nnn mm nnnnn mmm mmm nn mmmmm nnnn mm n nn mmmmm nnnn mm nnnnnn mmm nnn mmmm nn mmmmmm nnn mm nnnnn mmm mmm nn mmm n mmmmm nnnn mm nnnnnn mmm nnn mmmm nn mmmmmm nnn mm nnnnn mmm mmm nn mmmmm mmmmm nnnn mm nnnnnn mmm nnn mmmm nn mmmmmm nnn mm nnnnn mmm mmm nn mmmmm nnn mmm nn mmmmm nnnn mm nnnnnn mmm nnn mmmm nn mmmmmm nnn mm nnnnn mmm mmm nn mmmmm nnnn m mm nn mmmmm nnnn mm nnnnnn mmm nnn mmmm nn mmmmmm nnn mm nnnnn mmm mmm nn mmmmm nnnn mm n: [331, 2005, 391, 2283]
- article-subheading: LAGGARD OFFICERS TO BE SUPERSEDED: [77, 35, 126, 43]
- article-subheading: REMAINING WITH UNIT: [340, 519, 382, 523]
- article-subheading: REPORTED WOUNDED: [276, 837, 316, 841]
- column-6: [329, 21, 394, 2283]
- article-body: mmm nn mmmmm nnnn mm nnnnnn mmm nnn mmmm nn mmmmmm nnn mm nnnnn mmm mmm nn mmm mm nn mmmmm nnnn mm nnnnnn mmm nnn mmmm nn mmmmmm nnn mm nnnnn mmm mmm nn mmmmm m nn mmmmm nnnn mm nnnnnn mmm nnn mmmm nn mmmmmm nnn mm nnnnn mmm mmm nn mmmmm nnn nn mmmmm nnnn mm nnnnnn mmm nnn mmmm nn mmmmmm nnn mm nnnnn mmm mmm nn mmmmm nnnn m nn mmmmm nnnn mm nnnnnn mmm nnn mmmm nn mmmmmm nnn mm nnnnn mmm mmm nn mmmmm nnnn mm n n mmmmm nnnn mm nnnnnn mmm nnn mmmm nn mmmmmm nnn mm nnnnn mmm mmm nn mmm mmmmm nnnn mm nnnnnn mmm nnn mmmm nn mmmmmm nnn mm nnnnn mmm mmm nn mmmmm mmm nn mmmmm nnnn mm nnnnnn mmm nnn mmmm nn mmmmmm nnn mm nnnnn mmm mmm nn mmmmm nnn mm nn mmmmm nnnn mm nnnnnn mmm nnn mmmm nn mmmmmm nnn mm nnnnn mmm mmm nn mmmmm nnnn m m nn mmmmm nnnn mm nnnnnn mmm nnn mmmm nn mmmmmm nnn mm nnnnn mmm mmm nn mmmmm nnnn mm n nn mmmmm nnnn mm nnnnnn mmm nnn mmmm nn mmmmmm nnn mm nnnnn mmm mmm nn mmm nn mmmmm nnnn mm nnnnnn mmm nnn mmmm nn mmmmmm nnn mm nnnnn mmm mmm nn mmmmm n mmmmm nnnn mm nnnnnn mmm nnn mmmm nn mmmmmm nnn mm nnnnn mmm mmm nn mmmmm nnn mmmmm nnnn mm nnnnnn mmm nnn mmmm nn mmmmmm nnn mm nnnnn mmm mmm nn mmmmm nnnn m: [266, 51, 326, 179]
- article-body: mmm nn mmmmm nnnn mm nnnnnn mmm nnn mmmm nn mmmmmm nnn mm nnnnn mmm mmm nn mmm mm nn mmmmm nnnn mm nnnnnn mmm nnn mmmm nn mmmmmm nnn mm nnnnn mmm mmm nn mmmmm m nn mmmmm nnnn mm nnnnnn mmm nnn mmmm nn mmmmmm nnn mm nnnnn mmm mmm nn mmmmm nnn nn mmmmm nnnn mm nnnnnn mmm nnn mmmm nn mmmmmm nnn mm nnnnn mmm mmm nn mmmmm nnnn m nn mmmmm nnnn mm nnnnnn mmm nnn mmmm nn mmmmmm nnn mm nnnnn mmm mmm nn mmmmm nnnn mm n n mmmmm nnnn mm nnnnnn mmm nnn mmmm nn mmmmmm nnn mm nnnnn mmm mmm nn mmm mmmmm nnnn mm nnnnnn mmm nnn mmmm nn mmmmmm nnn mm nnnnn mmm mmm nn mmmmm mmm nn mmmmm nnnn mm nnnnnn mmm nnn mmmm nn mmmmmm nnn mm nnnnn mmm mmm nn mmmmm nnn mm nn mmmmm nnnn mm nnnnnn mmm nnn mmmm nn mmmmmm nnn mm nnnnn mmm mmm nn mmmmm nnnn m m nn mmmmm nnnn mm nnnnnn mmm nnn mmmm nn mmmmmm nnn mm nnnnn mmm mmm nn mmmmm nnnn mm n nn mmmmm nnnn mm nnnnnn mmm nnn mmmm nn mmmmmm nnn mm nnnnn mmm mmm nn mmm nn mmmmm nnnn mm nnnnnn mmm nnn mmmm nn mmmmmm nnn mm nnnnn mmm mmm nn mmmmm n mmmmm nnnn mm nnnnnn mmm nnn mmmm nn mmmmmm nnn mm nnnnn mmm mmm nn mmmmm nnn mmmmm nnnn mm nnnnnn mmm nnn mmmm nn mmmmmm nnn mm nnnnn mmm mmm nn mmmmm nnnn m mmm nn mmmmm nnnn mm nnnnnn mmm nnn mmmm nn mmmmmm nnn mm nnnnn mmm mmm nn mmmmm nnnn mm n mm nn mmmmm nnnn mm nnnnnn mmm nnn mmmm nn mmmmmm nnn mm nnnnn mmm mmm nn mmm m nn mmmmm nnnn mm nnnnnn mmm nnn mmmm nn mmmmmm nnn mm nnnnn mmm mmm nn mmmmm nn mmmmm nnnn mm nnnnnn mmm nnn mmmm nn mmmmmm nnn mm nnnnn mmm mmm nn mmmmm nnn nn mmmmm nnnn mm nnnnnn mmm nnn mmmm nn mmmmmm nnn mm nnnnn mmm mmm nn mmmmm nnnn m n mmmmm nnnn mm nnnnnn mmm nnn mmmm nn mmmmmm nnn mm nnnnn mmm mmm nn mmmmm nnnn mm n mmmmm nnnn mm nnnnnn mmm nnn mmmm nn mmmmmm nnn mm nnnnn mmm mmm nn mmm mmm nn mmmmm nnnn mm nnnnnn mmm nnn mmmm nn mmmmmm nnn mm nnnnn mmm mmm nn mmmmm mm nn mmmmm nnnn mm nnnnnn mmm nnn mmmm nn mmmmmm nnn mm nnnnn mmm mmm nn mmmmm nnn m nn mmmmm nnnn mm nnnnnn mmm nnn mmmm nn mmmmmm nnn mm nnnnn mmm mmm nn mmmmm nnnn m nn mmmmm nnnn mm nnnnnn mmm nnn mmmm nn mmmmmm nnn mm nnnnn mmm mmm nn mmmmm nnnn mm n nn mmmmm nnnn mm nnnnnn mmm nnn mmmm nn mmmmmm nnn mm nnnnn mmm mmm nn mmm: [461, 1558, 522, 1799]
- page-number: 6: [6, 6, 11, 16]
- article-body: mmm nn mmmmm nnnn mm nnnnnn mmm nnn mmmm nn mmmmmm nnn mm nnnnn mmm mmm nn mmm mm nn mmmmm nnnn mm nnnnnn mmm nnn mmmm nn mmmmmm nnn mm nnnnn mmm mmm nn mmmmm m nn mmmmm nnnn mm nnnnnn mmm nnn mmmm nn mmmmmm nnn mm nnnnn mmm mmm nn mmmmm nnn nn mmmmm nnnn mm nnnnnn mmm nnn mmmm nn mmmmmm nnn mm nnnnn mmm mmm nn mmmmm nnnn m nn mmmmm nnnn mm nnnnnn mmm nnn mmmm nn mmmmmm nnn mm nnnnn mmm mmm nn mmmmm nnnn mm n n mmmmm nnnn mm nnnnnn mmm nnn mmmm nn mmmmmm nnn mm nnnnn mmm mmm nn mmm mmmmm nnnn mm nnnnnn mmm nnn mmmm nn mmmmmm nnn mm nnnnn mmm mmm nn mmmmm mmm nn mmmmm nnnn mm nnnnnn mmm nnn mmmm nn mmmmmm nnn mm nnnnn mmm mmm nn mmmmm nnn mm nn mmmmm nnnn mm nnnnnn mmm nnn mmmm nn mmmmmm nnn mm nnnnn mmm mmm nn mmmmm nnnn m m nn mmmmm nnnn mm nnnnnn mmm nnn mmmm nn mmmmmm nnn mm nnnnn mmm mmm nn mmmmm nnnn mm n nn mmmmm nnnn mm nnnnnn mmm nnn mmmm nn mmmmmm nnn mm nnnnn mmm mmm nn mmm nn mmmmm nnnn mm nnnnnn mmm nnn mmmm nn mmmmmm nnn mm nnnnn mmm mmm nn mmmmm n mmmmm nnnn mm nnnnnn mmm nnn mmmm nn mmmmmm nnn mm nnnnn mmm mmm nn mmmmm nnn mmmmm nnnn mm nnnnnn mmm nnn mmmm nn mmmmmm nnn mm nnnnn mmm mmm nn mmmmm nnnn m mmm nn mmmmm nnnn mm nnnnnn mmm nnn mmmm nn mmmmmm nnn mm nnnnn mmm mmm nn mmmmm nnnn mm n mm nn mmmmm nnnn mm nnnnnn mmm nnn mmmm nn mmmmmm nnn mm nnnnn mmm mmm nn mmm m nn mmmmm nnnn mm nnnnnn mmm nnn mmmm nn mmmmmm nnn mm nnnnn mmm mmm nn mmmmm nn mmmmm nnnn mm nnnnnn mmm nnn mmmm nn mmmmmm nnn mm nnnnn mmm mmm nn mmmmm nnn: [71, 1207, 131, 1372]
- article-subheading: STAFF SERGEANTS-MAJOR: [78, 715, 125, 719]
- section-divider: [331, 1714, 391, 1716]
- article-subheading: AUSTRALIAN HURDLES: [210, 1909, 252, 1913]
- subheading-rule: [286, 843, 306, 844]
- article-subheading: A CHEQUE FOR 5S: [21, 1750, 52, 1754]
- section-divider: [201, 708, 261, 709]
- subheading-rule: [481, 452, 501, 453]
- section-divider: [266, 181, 326, 183]
- section-divider: [71, 1374, 131, 1376]
- article-body: mmm nn mmmmm nnnn mm nnnnnn mmm nnn mmmm nn mmmmmm nnn mm nnnnn mmm mmm nn mmm mm nn mmmmm nnnn mm nnnnnn mmm nnn mmmm nn mmmmmm nnn mm nnnnn mmm mmm nn mmmmm m nn mmmmm nnnn mm nnnnnn mmm nnn mmmm nn mmmmmm nnn mm nnnnn mmm mmm nn mmmmm nnn nn mmmmm nnnn mm nnnnnn mmm nnn mmmm nn mmmmmm nnn mm nnnnn mmm mmm nn mmmmm nnnn m nn mmmmm nnnn mm nnnnnn mmm nnn mmmm nn mmmmmm nnn mm nnnnn mmm mmm nn mmmmm nnnn mm n n mmmmm nnnn mm nnnnnn mmm nnn mmmm nn mmmmmm nnn mm nnnnn mmm mmm nn mmm mmmmm nnnn mm nnnnnn mmm nnn mmmm nn mmmmmm nnn mm nnnnn mmm mmm nn mmmmm mmm nn mmmmm nnnn mm nnnnnn mmm nnn mmmm nn mmmmmm nnn mm nnnnn mmm mmm nn mmmmm nnn mm nn mmmmm nnnn mm nnnnnn mmm nnn mmmm nn mmmmmm nnn mm nnnnn mmm mmm nn mmmmm nnnn m m nn mmmmm nnnn mm nnnnnn mmm nnn mmmm nn mmmmmm nnn mm nnnnn mmm mmm nn mmmmm nnnn mm n nn mmmmm nnnn mm nnnnnn mmm nnn mmmm nn mmmmmm nnn mm nnnnn mmm mmm nn mmm nn mmmmm nnnn mm nnnnnn mmm nnn mmmm nn mmmmmm nnn mm nnnnn mmm mmm nn mmmmm n mmmmm nnnn mm nnnnnn mmm nnn mmmm nn mmmmmm nnn mm nnnnn mmm mmm nn mmmmm nnn mmmmm nnnn mm nnnnnn mmm nnn mmmm nn mmmmmm nnn mm nnnnn mmm mmm nn mmmmm nnnn m mmm nn mmmmm nnnn mm nnnnnn mmm nnn mmmm nn mmmmmm nnn mm nnnnn mmm mmm nn mmmmm nnnn mm n mm nn mmmmm nnnn mm nnnnnn mmm nnn mmmm nn mmmmmm nnn mm nnnnn mmm mmm nn mmm: [461, 462, 522, 611]
- headline-rule: [286, 32, 306, 33]
- advertiser-name: H. P. AUSTIN.: [477, 1803, 505, 1808]
- subheading-rule: [351, 2003, 371, 2004]
- subheading-rule: [27, 1292, 46, 1293]
- article-body: mmm nn mmmmm nnnn mm nnnnnn mmm nnn mmmm nn mmmmmm nnn mm nnnnn mmm mmm nn mmm mm nn mmmmm nnnn mm nnnnnn mmm nnn mmmm nn mmmmmm nnn mm nnnnn mmm mmm nn mmmmm m nn mmmmm nnnn mm nnnnnn mmm nnn mmmm nn mmmmmm nnn mm nnnnn mmm mmm nn mmmmm nnn nn mmmmm nnnn mm nnnnnn mmm nnn mmmm nn mmmmmm nnn mm nnnnn mmm mmm nn mmmmm nnnn m nn mmmmm nnnn mm nnnnnn mmm nnn mmmm nn mmmmmm nnn mm nnnnn mmm mmm nn mmmmm nnnn mm n n mmmmm nnnn mm nnnnnn mmm nnn mmmm nn mmmmmm nnn mm nnnnn mmm mmm nn mmm mmmmm nnnn mm nnnnnn mmm nnn mmmm nn mmmmmm nnn mm nnnnn mmm mmm nn mmmmm mmm nn mmmmm nnnn mm nnnnnn mmm nnn mmmm nn mmmmmm nnn mm nnnnn mmm mmm nn mmmmm nnn mm nn mmmmm nnnn mm nnnnnn mmm nnn mmmm nn mmmmmm nnn mm nnnnn mmm mmm nn mmmmm nnnn m m nn mmmmm nnnn mm nnnnnn mmm nnn mmmm nn mmmmmm nnn mm nnnnn mmm mmm nn mmmmm nnnn mm n nn mmmmm nnnn mm nnnnnn mmm nnn mmmm nn mmmmmm nnn mm nnnnn mmm mmm nn mmm nn mmmmm nnnn mm nnnnnn mmm nnn mmmm nn mmmmmm nnn mm nnnnn mmm mmm nn mmmmm n mmmmm nnnn mm nnnnnn mmm nnn mmmm nn mmmmmm nnn mm nnnnn mmm mmm nn mmmmm nnn mmmmm nnnn mm nnnnnn mmm nnn mmmm nn mmmmmm nnn mm nnnnn mmm mmm nn mmmmm nnnn m mmm nn mmmmm nnnn mm nnnnnn mmm nnn mmmm nn mmmmmm nnn mm nnnnn mmm mmm nn mmmmm nnnn mm n mm nn mmmmm nnnn mm nnnnnn mmm nnn mmmm nn mmmmmm nnn mm nnnnn mmm mmm nn mmm m nn mmmmm nnnn mm nnnnnn mmm nnn mmmm nn mmmmmm nnn mm nnnnn mmm mmm nn mmmmm nn mmmmm nnnn mm nnnnnn mmm nnn mmmm nn mmmmmm nnn mm nnnnn mmm mmm nn mmmmm nnn nn mmmmm nnnn mm nnnnnn mmm nnn mmmm nn mmmmmm nnn mm nnnnn mmm mmm nn mmmmm nnnn m n mmmmm nnnn mm nnnnnn mmm nnn mmmm nn mmmmmm nnn mm nnnnn mmm mmm nn mmmmm nnnn mm n mmmmm nnnn mm nnnnnn mmm nnn mmmm nn mmmmmm nnn mm nnnnn mmm mmm nn mmm mmm nn mmmmm nnnn mm nnnnnn mmm nnn mmmm nn mmmmmm nnn mm nnnnn mmm mmm nn mmmmm mm nn mmmmm nnnn mm nnnnnn mmm nnn mmmm nn mmmmmm nnn mm nnnnn mmm mmm nn mmmmm nnn m nn mmmmm nnnn mm nnnnnn mmm nnn mmmm nn mmmmmm nnn mm nnnnn mmm mmm nn mmmmm nnnn m nn mmmmm nnnn mm nnnnnn mmm nnn mmmm nn mmmmmm nnn mm nnnnn mmm mmm nn mmmmm nnnn mm n nn mmmmm nnnn mm nnnnnn mmm nnn mmmm nn mmmmmm nnn mm nnnnn mmm mmm nn mmm n mmmmm nnnn mm nnnnnn mmm nnn mmmm nn mmmmmm nnn mm nnnnn mmm mmm nn mmmmm mmmmm nnnn mm nnnnnn mmm nnn mmmm nn mmmmmm nnn mm nnnnn mmm mmm nn mmmmm nnn mmm nn mmmmm nnnn mm nnnnnn mmm nnn mmmm nn mmmmmm nnn mm nnnnn mmm mmm nn mmmmm nnnn m mm nn mmmmm nnnn mm nnnnnn mmm nnn mmmm nn mmmmmm nnn mm nnnnn mmm mmm nn mmmmm nnnn mm n m nn mmmmm nnnn mm nnnnnn mmm nnn mmmm nn mmmmmm nnn mm nnnnn mmm mmm nn mmm nn mmmmm nnnn mm nnnnnn mmm nnn mmmm nn mmmmmm nnn mm nnnnn mmm mmm nn mmmmm nn mmmmm nnnn mm nnnnnn mmm nnn mmmm nn mmmmmm nnn mm nnnnn mmm mmm nn mmmmm nnn n mmmmm nnnn mm nnnnnn mmm nnn mmmm nn mmmmmm nnn mm nnnnn mmm mmm nn mmmmm nnnn m mmmmm nnnn mm nnnnnn mmm nnn mmmm nn mmmmmm nnn mm nnnnn mmm mmm nn mmmmm nnnn mm n mmm nn mmmmm nnnn mm nnnnnn mmm nnn mmmm nn mmmmmm nnn mm nnnnn mmm mmm nn mmm mm nn mmmmm nnnn mm nnnnnn mmm nnn mmmm nn mmmmmm nnn mm nnnnn mmm mmm nn mmmmm m nn mmmmm nnnn mm nnnnnn mmm nnn mmmm nn mmmmmm nnn mm nnnnn mmm mmm nn mmmmm nnn nn mmmmm nnnn mm nnnnnn mmm nnn mmmm nn mmmmmm nnn mm nnnnn mmm mmm nn mmmmm nnnn m nn mmmmm nnnn mm nnnnnn mmm nnn mmmm nn mmmmmm nnn mm nnnnn mmm mmm nn mmmmm nnnn mm n n mmmmm nnnn mm nnnnnn mmm nnn mmmm nn mmmmmm nnn mm nnnnn mmm mmm nn mmm mmmmm nnnn mm nnnnnn mmm nnn mmmm nn mmmmmm nnn mm nnnnn mmm mmm nn mmmmm mmm nn mmmmm nnnn mm nnnnnn mmm nnn mmmm nn mmmmmm nnn mm nnnnn mmm mmm nn mmmmm nnn mm nn mmmmm nnnn mm nnnnnn mmm nnn mmmm nn mmmmmm nnn mm nnnnn mmm mmm nn mmmmm nnnn m m nn mmmmm nnnn mm nnnnnn mmm nnn mmmm nn mmmmmm nnn mm nnnnn mmm mmm nn mmmmm nnnn mm n nn mmmmm nnnn mm nnnnnn mmm nnn mmmm nn mmmmmm nnn mm nnnnn mmm mmm nn mmm nn mmmmm nnnn mm nnnnnn mmm nnn mmmm nn mmmmmm nnn mm nnnnn mmm mmm nn mmmmm n mmmmm nnnn mm nnnnnn mmm nnn mmmm nn mmmmmm nnn mm nnnnn mmm mmm nn mmmmm nnn mmmmm nnnn mm nnnnnn mmm nnn mmmm nn mmmmmm nnn mm nnnnn mmm mmm nn mmmmm nnnn m mmm nn mmmmm nnnn mm nnnnnn mmm nnn mmmm nn mmmmmm nnn mm nnnnn mmm mmm nn mmmmm nnnn mm n mm nn mmmmm nnnn mm nnnnnn mmm nnn mmmm nn mmmmmm nnn mm nnnnn mmm mmm nn mmm m nn mmmmm nnnn mm nnnnnn mmm nnn mmmm nn mmmmmm nnn mm nnnnn mmm mmm nn mmmmm nn mmmmm nnnn mm nnnnnn mmm nnn mmmm nn mmmmmm nnn mm nnnnn mmm mmm nn mmmmm nnn nn mmmmm nnnn mm nnnnnn mmm nnn mmmm nn mmmmmm nnn mm nnnnn mmm mmm nn mmmmm nnnn m n mmmmm nnnn mm nnnnnn mmm nnn mmmm nn mmmmmm nnn mm nnnnn mmm mmm nn mmmmm nnnn mm n mmmmm nnnn mm nnnnnn mmm nnn mmmm nn mmmmmm nnn mm nnnnn mmm mmm nn mmm: [136, 1206, 196, 1725]
- section-divider: [331, 1986, 391, 1987]
- article-subheading: THE 20TH REINFORCEMENT: [142, 631, 191, 635]
- article-body: mmm nn mmmmm nnnn mm nnnnnn mmm nnn mmmm nn mmmmmm nnn mm nnnnn mmm mmm nn mmm mm nn mmmmm nnnn mm nnnnnn mmm nnn mmmm nn mmmmmm nnn mm nnnnn mmm mmm nn mmmmm m nn mmmmm nnnn mm nnnnnn mmm nnn mmmm nn mmmmmm nnn mm nnnnn mmm mmm nn mmmmm nnn nn mmmmm nnnn mm nnnnnn mmm nnn mmmm nn mmmmmm nnn mm nnnnn mmm mmm nn mmmmm nnnn m nn mmmmm nnnn mm nnnnnn mmm nnn mmmm nn mmmmmm nnn mm nnnnn mmm mmm nn mmmmm nnnn mm n n mmmmm nnnn mm nnnnnn mmm nnn mmmm nn mmmmmm nnn mm nnnnn mmm mmm nn mmm mmmmm nnnn mm nnnnnn mmm nnn mmmm nn mmmmmm nnn mm nnnnn mmm mmm nn mmmmm mmm nn mmmmm nnnn mm nnnnnn mmm nnn mmmm nn mmmmmm nnn mm nnnnn mmm mmm nn mmmmm nnn mm nn mmmmm nnnn mm nnnnnn mmm nnn mmmm nn mmmmmm nnn mm nnnnn mmm mmm nn mmmmm nnnn m m nn mmmmm nnnn mm nnnnnn mmm nnn mmmm nn mmmmmm nnn mm nnnnn mmm mmm nn mmmmm nnnn mm n nn mmmmm nnnn mm nnnnnn mmm nnn mmmm nn mmmmmm nnn mm nnnnn mmm mmm nn mmm nn mmmmm nnnn mm nnnnnn mmm nnn mmmm nn mmmmmm nnn mm nnnnn mmm mmm nn mmmmm n mmmmm nnnn mm nnnnnn mmm nnn mmmm nn mmmmmm nnn mm nnnnn mmm mmm nn mmmmm nnn mmmmm nnnn mm nnnnnn mmm nnn mmmm nn mmmmmm nnn mm nnnnn mmm mmm nn mmmmm nnnn m mmm nn mmmmm nnnn mm nnnnnn mmm nnn mmmm nn mmmmmm nnn mm nnnnn mmm mmm nn mmmmm nnnn mm n mm nn mmmmm nnnn mm nnnnnn mmm nnn mmmm nn mmmmmm nnn mm nnnnn mmm mmm nn mmm m nn mmmmm nnnn mm nnnnnn mmm nnn mmmm nn mmmmmm nnn mm nnnnn mmm mmm nn mmmmm nn mmmmm nnnn mm nnnnnn mmm nnn mmmm nn mmmmmm nnn mm nnnnn mmm mmm nn mmmmm nnn nn mmmmm nnnn mm nnnnnn mmm nnn mmmm nn mmmmmm nnn mm nnnnn mmm mmm nn mmmmm nnnn m n mmmmm nnnn mm nnnnnn mmm nnn mmmm nn mmmmmm nnn mm nnnnn mmm mmm nn mmmmm nnnn mm n mmmmm nnnn mm nnnnnn mmm nnn mmmm nn mmmmmm nnn mm nnnnn mmm mmm nn mmm mmm nn mmmmm nnnn mm nnnnnn mmm nnn mmmm nn mmmmmm nnn mm nnnnn mmm mmm nn mmmmm mm nn mmmmm nnnn mm nnnnnn mmm nnn mmmm nn mmmmmm nnn mm nnnnn mmm mmm nn mmmmm nnn m nn mmmmm nnnn mm nnnnnn mmm nnn mmmm nn mmmmmm nnn mm nnnnn mmm mmm nn mmmmm nnnn m nn mmmmm nnnn mm nnnnnn mmm nnn mmmm nn mmmmmm nnn mm nnnnn mmm mmm nn mmmmm nnnn mm n nn mmmmm nnnn mm nnnnnn mmm nnn mmmm nn mmmmmm nnn mm nnnnn mmm mmm nn mmm n mmmmm nnnn mm nnnnnn mmm nnn mmmm nn mmmmmm nnn mm nnnnn mmm mmm nn mmmmm mmmmm nnnn mm nnnnnn mmm nnn mmmm nn mmmmmm nnn mm nnnnn mmm mmm nn mmmmm nnn mmm nn mmmmm nnnn mm nnnnnn mmm nnn mmmm nn mmmmmm nnn mm nnnnn mmm mmm nn mmmmm nnnn m mm nn mmmmm nnnn mm nnnnnn mmm nnn mmmm nn mmmmmm nnn mm nnnnn mmm mmm nn mmmmm nnnn mm n m nn mmmmm nnnn mm nnnnnn mmm nnn mmmm nn mmmmmm nnn mm nnnnn mmm mmm nn mmm nn mmmmm nnnn mm nnnnnn mmm nnn mmmm nn mmmmmm nnn mm nnnnn mmm mmm nn mmmmm nn mmmmm nnnn mm nnnnnn mmm nnn mmmm nn mmmmmm nnn mm nnnnn mmm mmm nn mmmmm nnn n mmmmm nnnn mm nnnnnn mmm nnn mmmm nn mmmmmm nnn mm nnnnn mmm mmm nn mmmmm nnnn m mmmmm nnnn mm nnnnnn mmm nnn mmmm nn mmmmmm nnn mm nnnnn mmm mmm nn mmmmm nnnn mm n mmm nn mmmmm nnnn mm nnnnnn mmm nnn mmmm nn mmmmmm nnn mm nnnnn mmm mmm nn mmm mm nn mmmmm nnnn mm nnnnnn mmm nnn mmmm nn mmmmmm nnn mm nnnnn mmm mmm nn mmmmm m nn mmmmm nnnn mm nnnnnn mmm nnn mmmm nn mmmmmm nnn mm nnnnn mmm mmm nn mmmmm nnn nn mmmmm nnnn mm nnnnnn mmm nnn mmmm nn mmmmmm nnn mm nnnnn mmm mmm nn mmmmm nnnn m nn mmmmm nnnn mm nnnnnn mmm nnn mmmm nn mmmmmm nnn mm nnnnn mmm mmm nn mmmmm nnnn mm n n mmmmm nnnn mm nnnnnn mmm nnn mmmm nn mmmmmm nnn mm nnnnn mmm mmm nn mmm mmmmm nnnn mm nnnnnn mmm nnn mmmm nn mmmmmm nnn mm nnnnn mmm mmm nn mmmmm mmm nn mmmmm nnnn mm nnnnnn mmm nnn mmmm nn mmmmmm nnn mm nnnnn mmm mmm nn mmmmm nnn mm nn mmmmm nnnn mm nnnnnn mmm nnn mmmm nn mmmmmm nnn mm nnnnn mmm mmm nn mmmmm nnnn m m nn mmmmm nnnn mm nnnnnn mmm nnn mmmm nn mmmmmm nnn mm nnnnn mmm mmm nn mmmmm nnnn mm n nn mmmmm nnnn mm nnnnnn mmm nnn mmmm nn mmmmmm nnn mm nnnnn mmm mmm nn mmm nn mmmmm nnnn mm nnnnnn mmm nnn mmmm nn mmmmmm nnn mm nnnnn mmm mmm nn mmmmm n mmmmm nnnn mm nnnnnn mmm nnn mmmm nn mmmmmm nnn mm nnnnn mmm mmm nn mmmmm nnn mmmmm nnnn mm nnnnnn mmm nnn mmmm nn mmmmmm nnn mm nnnnn mmm mmm nn mmmmm nnnn m mmm nn mmmmm nnnn mm nnnnnn mmm nnn mmmm nn mmmmmm nnn mm nnnnn mmm mmm nn mmmmm nnnn mm n: [6, 818, 67, 1280]
- subheading-rule: [92, 2189, 111, 2190]
- article-body: mmm nn mmmmm nnnn mm nnnnnn mmm nnn mmmm nn mmmmmm nnn mm nnnnn mmm mmm nn mmm mm nn mmmmm nnnn mm nnnnnn mmm nnn mmmm nn mmmmmm nnn mm nnnnn mmm mmm nn mmmmm m nn mmmmm nnnn mm nnnnnn mmm nnn mmmm nn mmmmmm nnn mm nnnnn mmm mmm nn mmmmm nnn nn mmmmm nnnn mm nnnnnn mmm nnn mmmm nn mmmmmm nnn mm nnnnn mmm mmm nn mmmmm nnnn m nn mmmmm nnnn mm nnnnnn mmm nnn mmmm nn mmmmmm nnn mm nnnnn mmm mmm nn mmmmm nnnn mm n n mmmmm nnnn mm nnnnnn mmm nnn mmmm nn mmmmmm nnn mm nnnnn mmm mmm nn mmm mmmmm nnnn mm nnnnnn mmm nnn mmmm nn mmmmmm nnn mm nnnnn mmm mmm nn mmmmm mmm nn mmmmm nnnn mm nnnnnn mmm nnn mmmm nn mmmmmm nnn mm nnnnn mmm mmm nn mmmmm nnn mm nn mmmmm nnnn mm nnnnnn mmm nnn mmmm nn mmmmmm nnn mm nnnnn mmm mmm nn mmmmm nnnn m m nn mmmmm nnnn mm nnnnnn mmm nnn mmmm nn mmmmmm nnn mm nnnnn mmm mmm nn mmmmm nnnn mm n nn mmmmm nnnn mm nnnnnn mmm nnn mmmm nn mmmmmm nnn mm nnnnn mmm mmm nn mmm nn mmmmm nnnn mm nnnnnn mmm nnn mmmm nn mmmmmm nnn mm nnnnn mmm mmm nn mmmmm n mmmmm nnnn mm nnnnnn mmm nnn mmmm nn mmmmmm nnn mm nnnnn mmm mmm nn mmmmm nnn mmmmm nnnn mm nnnnnn mmm nnn mmmm nn mmmmmm nnn mm nnnnn mmm mmm nn mmmmm nnnn m mmm nn mmmmm nnnn mm nnnnnn mmm nnn mmmm nn mmmmmm nnn mm nnnnn mmm mmm nn mmmmm nnnn mm n mm nn mmmmm nnnn mm nnnnnn mmm nnn mmmm nn mmmmmm nnn mm nnnnn mmm mmm nn mmm m nn mmmmm nnnn mm nnnnnn mmm nnn mmmm nn mmmmmm nnn mm nnnnn mmm mmm nn mmmmm nn mmmmm nnnn mm nnnnnn mmm nnn mmmm nn mmmmmm nnn mm nnnnn mmm mmm nn mmmmm nnn nn mmmmm nnnn mm nnnnnn mmm nnn mmmm nn mmmmmm nnn mm nnnnn mmm mmm nn mmmmm nnnn m n mmmmm nnnn mm nnnnnn mmm nnn mmmm nn mmmmmm nnn mm nnnnn mmm mmm nn mmmmm nnnn mm n mmmmm nnnn mm nnnnnn mmm nnn mmmm nn mmmmmm nnn mm nnnnn mmm mmm nn mmm mmm nn mmmmm nnnn mm nnnnnn mmm nnn mmmm nn mmmmmm nnn mm nnnnn mmm mmm nn mmmmm mm nn mmmmm nnnn mm nnnnnn mmm nnn mmmm nn mmmmmm nnn mm nnnnn mmm mmm nn mmmmm nnn m nn mmmmm nnnn mm nnnnnn mmm nnn mmmm nn mmmmmm nnn mm nnnnn mmm mmm nn mmmmm nnnn m: [461, 40, 522, 262]
- article-headline: ROLL OF HONOUR: [269, 24, 323, 31]
- subheading-rule: [481, 38, 501, 39]
- subheading-rule: [221, 48, 241, 49]
- subheading-rule: [157, 1204, 176, 1205]
- article-body: mmm nn mmmmm nnnn mm nnnnnn mmm nnn mmmm nn mmmmmm nnn mm nnnnn mmm mmm nn mmm mm nn mmmmm nnnn mm nnnnnn mmm nnn mmmm nn mmmmmm nnn mm nnnnn mmm mmm nn mmmmm m nn mmmmm nnnn mm nnnnnn mmm nnn mmmm nn mmmmmm nnn mm nnnnn mmm mmm nn mmmmm nnn nn mmmmm nnnn mm nnnnnn mmm nnn mmmm nn mmmmmm nnn mm nnnnn mmm mmm nn mmmmm nnnn m nn mmmmm nnnn mm nnnnnn mmm nnn mmmm nn mmmmmm nnn mm nnnnn mmm mmm nn mmmmm nnnn mm n n mmmmm nnnn mm nnnnnn mmm nnn mmmm nn mmmmmm nnn mm nnnnn mmm mmm nn mmm mmmmm nnnn mm nnnnnn mmm nnn mmmm nn mmmmmm nnn mm nnnnn mmm mmm nn mmmmm mmm nn mmmmm nnnn mm nnnnnn mmm nnn mmmm nn mmmmmm nnn mm nnnnn mmm mmm nn mmmmm nnn: [331, 880, 391, 953]
- article-subheading: MUSKETRY COURSE: [84, 1113, 119, 1117]
- section-divider: [461, 1538, 522, 1539]
- article-subheading: LATEST LIST OF WOUNDED: [272, 43, 320, 46]
- article-body: mmm nn mmmmm nnnn mm nnnnnn mmm nnn mmmm nn mmmmmm nnn mm nnnnn mmm mmm nn mmm mm nn mmmmm nnnn mm nnnnnn mmm nnn mmmm nn mmmmmm nnn mm nnnnn mmm mmm nn mmmmm m nn mmmmm nnnn mm nnnnnn mmm nnn mmmm nn mmmmmm nnn mm nnnnn mmm mmm nn mmmmm nnn nn mmmmm nnnn mm nnnnnn mmm nnn mmmm nn mmmmmm nnn mm nnnnn mmm mmm nn mmmmm nnnn m nn mmmmm nnnn mm nnnnnn mmm nnn mmmm nn mmmmmm nnn mm nnnnn mmm mmm nn mmmmm nnnn mm n n mmmmm nnnn mm nnnnnn mmm nnn mmmm nn mmmmmm nnn mm nnnnn mmm mmm nn mmm mmmmm nnnn mm nnnnnn mmm nnn mmmm nn mmmmmm nnn mm nnnnn mmm mmm nn mmmmm mmm nn mmmmm nnnn mm nnnnnn mmm nnn mmmm nn mmmmmm nnn mm nnnnn mmm mmm nn mmmmm nnn mm nn mmmmm nnnn mm nnnnnn mmm nnn mmmm nn mmmmmm nnn mm nnnnn mmm mmm nn mmmmm nnnn m m nn mmmmm nnnn mm nnnnnn mmm nnn mmmm nn mmmmmm nnn mm nnnnn mmm mmm nn mmmmm nnnn mm n nn mmmmm nnnn mm nnnnnn mmm nnn mmmm nn mmmmmm nnn mm nnnnn mmm mmm nn mmm nn mmmmm nnnn mm nnnnnn mmm nnn mmmm nn mmmmmm nnn mm nnnnn mmm mmm nn mmmmm n mmmmm nnnn mm nnnnnn mmm nnn mmmm nn mmmmmm nnn mm nnnnn mmm mmm nn mmmmm nnn mmmmm nnnn mm nnnnnn mmm nnn mmmm nn mmmmmm nnn mm nnnnn mmm mmm nn mmmmm nnnn m mmm nn mmmmm nnnn mm nnnnnn mmm nnn mmmm nn mmmmmm nnn mm nnnnn mmm mmm nn mmmmm nnnn mm n mm nn mmmmm nnnn mm nnnnnn mmm nnn mmmm nn mmmmmm nnn mm nnnnn mmm mmm nn mmm m nn mmmmm nnnn mm nnnnnn mmm nnn mmmm nn mmmmmm nnn mm nnnnn mmm mmm nn mmmmm nn mmmmm nnnn mm nnnnnn mmm nnn mmmm nn mmmmmm nnn mm nnnnn mmm mmm nn mmmmm nnn nn mmmmm nnnn mm nnnnnn mmm nnn mmmm nn mmmmmm nnn mm nnnnn mmm mmm nn mmmmm nnnn m n mmmmm nnnn mm nnnnnn mmm nnn mmmm nn mmmmmm nnn mm nnnnn mmm mmm nn mmmmm nnnn mm n mmmmm nnnn mm nnnnnn mmm nnn mmmm nn mmmmmm nnn mm nnnnn mmm mmm nn mmm mmm nn mmmmm nnnn mm nnnnnn mmm nnn mmmm nn mmmmmm nnn mm nnnnn mmm mmm nn mmmmm mm nn mmmmm nnnn mm nnnnnn mmm nnn mmmm nn mmmmmm nnn mm nnnnn mmm mmm nn mmmmm nnn m nn mmmmm nnnn mm nnnnnn mmm nnn mmmm nn mmmmmm nnn mm nnnnn mmm mmm nn mmmmm nnnn m nn mmmmm nnnn mm nnnnnn mmm nnn mmmm nn mmmmmm nnn mm nnnnn mmm mmm nn mmmmm nnnn mm n nn mmmmm nnnn mm nnnnnn mmm nnn mmmm nn mmmmmm nnn mm nnnnn mmm mmm nn mmm n mmmmm nnnn mm nnnnnn mmm nnn mmmm nn mmmmmm nnn mm nnnnn mmm mmm nn mmmmm mmmmm nnnn mm nnnnnn mmm nnn mmmm nn mmmmmm nnn mm nnnnn mmm mmm nn mmmmm nnn mmm nn mmmmm nnnn mm nnnnnn mmm nnn mmmm nn mmmmmm nnn mm nnnnn mmm mmm nn mmmmm nnnn m mm nn mmmmm nnnn mm nnnnnn mmm nnn mmmm nn mmmmmm nnn mm nnnnn mmm mmm nn mmmmm nnnn mm n m nn mmmmm nnnn mm nnnnnn mmm nnn mmmm nn mmmmmm nnn mm nnnnn mmm mmm nn mmm nn mmmmm nnnn mm nnnnnn mmm nnn mmmm nn mmmmmm nnn mm nnnnn mmm mmm nn mmmmm nn mmmmm nnnn mm nnnnnn mmm nnn mmmm nn mmmmmm nnn mm nnnnn mmm mmm nn mmmmm nnn n mmmmm nnnn mm nnnnnn mmm nnn mmmm nn mmmmmm nnn mm nnnnn mmm mmm nn mmmmm nnnn m mmmmm nnnn mm nnnnnn mmm nnn mmmm nn mmmmmm nnn mm nnnnn mmm mmm nn mmmmm nnnn mm n mmm nn mmmmm nnnn mm nnnnnn mmm nnn mmmm nn mmmmmm nnn mm nnnnn mmm mmm nn mmm mm nn mmmmm nnnn mm nnnnnn mmm nnn mmmm nn mmmmmm nnn mm nnnnn mmm mmm nn mmmmm m nn mmmmm nnnn mm nnnnnn mmm nnn mmmm nn mmmmmm nnn mm nnnnn mmm mmm nn mmmmm nnn nn mmmmm nnnn mm nnnnnn mmm nnn mmmm nn mmmmmm nnn mm nnnnn mmm mmm nn mmmmm nnnn m nn mmmmm nnnn mm nnnnnn mmm nnn mmmm nn mmmmmm nnn mm nnnnn mmm mmm nn mmmmm nnnn mm n n mmmmm nnnn mm nnnnnn mmm nnn mmmm nn mmmmmm nnn mm nnnnn mmm mmm nn mmm mmmmm nnnn mm nnnnnn mmm nnn mmmm nn mmmmmm nnn mm nnnnn mmm mmm nn mmmmm mmm nn mmmmm nnnn mm nnnnnn mmm nnn mmmm nn mmmmmm nnn mm nnnnn mmm mmm nn mmmmm nnn mm nn mmmmm nnnn mm nnnnnn mmm nnn mmmm nn mmmmmm nnn mm nnnnn mmm mmm nn mmmmm nnnn m m nn mmmmm nnnn mm nnnnnn mmm nnn mmmm nn mmmmmm nnn mm nnnnn mmm mmm nn mmmmm nnnn mm n nn mmmmm nnnn mm nnnnnn mmm nnn mmmm nn mmmmmm nnn mm nnnnn mmm mmm nn mmm nn mmmmm nnnn mm nnnnnn mmm nnn mmmm nn mmmmmm nnn mm nnnnn mmm mmm nn mmmmm n mmmmm nnnn mm nnnnnn mmm nnn mmmm nn mmmmmm nnn mm nnnnn mmm mmm nn mmmmm nnn: [461, 1096, 522, 1536]
- ad-line: For immediate delivery, has just been: [465, 1808, 518, 1811]
- section-divider: [71, 2069, 131, 2070]
- subheading-rule: [92, 900, 111, 901]
- article-body: mmm nn mmmmm nnnn mm nnnnnn mmm nnn mmmm nn mmmmmm nnn mm nnnnn mmm mmm nn mmm mm nn mmmmm nnnn mm nnnnnn mmm nnn mmmm nn mmmmmm nnn mm nnnnn mmm mmm nn mmmmm m nn mmmmm nnnn mm nnnnnn mmm nnn mmmm nn mmmmmm nnn mm nnnnn mmm mmm nn mmmmm nnn nn mmmmm nnnn mm nnnnnn mmm nnn mmmm nn mmmmmm nnn mm nnnnn mmm mmm nn mmmmm nnnn m nn mmmmm nnnn mm nnnnnn mmm nnn mmmm nn mmmmmm nnn mm nnnnn mmm mmm nn mmmmm nnnn mm n n mmmmm nnnn mm nnnnnn mmm nnn mmmm nn mmmmmm nnn mm nnnnn mmm mmm nn mmm mmmmm nnnn mm nnnnnn mmm nnn mmmm nn mmmmmm nnn mm nnnnn mmm mmm nn mmmmm mmm nn mmmmm nnnn mm nnnnnn mmm nnn mmmm nn mmmmmm nnn mm nnnnn mmm mmm nn mmmmm nnn mm nn mmmmm nnnn mm nnnnnn mmm nnn mmmm nn mmmmmm nnn mm nnnnn mmm mmm nn mmmmm nnnn m m nn mmmmm nnnn mm nnnnnn mmm nnn mmmm nn mmmmmm nnn mm nnnnn mmm mmm nn mmmmm nnnn mm n nn mmmmm nnnn mm nnnnnn mmm nnn mmmm nn mmmmmm nnn mm nnnnn mmm mmm nn mmm nn mmmmm nnnn mm nnnnnn mmm nnn mmmm nn mmmmmm nnn mm nnnnn mmm mmm nn mmmmm n mmmmm nnnn mm nnnnnn mmm nnn mmmm nn mmmmmm nnn mm nnnnn mmm mmm nn mmmmm nnn mmmmm nnnn mm nnnnnn mmm nnn mmmm nn mmmmmm nnn mm nnnnn mmm mmm nn mmmmm nnnn m mmm nn mmmmm nnnn mm nnnnnn mmm nnn mmmm nn mmmmmm nnn mm nnnnn mmm mmm nn mmmmm nnnn mm n mm nn mmmmm nnnn mm nnnnnn mmm nnn mmmm nn mmmmmm nnn mm nnnnn mmm mmm nn mmm m nn mmmmm nnnn mm nnnnnn mmm nnn mmmm nn mmmmmm nnn mm nnnnn mmm mmm nn mmmmm nn mmmmm nnnn mm nnnnnn mmm nnn mmmm nn mmmmmm nnn mm nnnnn mmm mmm nn mmmmm nnn nn mmmmm nnnn mm nnnnnn mmm nnn mmmm nn mmmmmm nnn mm nnnnn mmm mmm nn mmmmm nnnn m n mmmmm nnnn mm nnnnnn mmm nnn mmmm nn mmmmmm nnn mm nnnnn mmm mmm nn mmmmm nnnn mm n mmmmm nnnn mm nnnnnn mmm nnn mmmm nn mmmmmm nnn mm nnnnn mmm mmm nn mmm mmm nn mmmmm nnnn mm nnnnnn mmm nnn mmmm nn mmmmmm nnn mm nnnnn mmm mmm nn mmmmm mm nn mmmmm nnnn mm nnnnnn mmm nnn mmmm nn mmmmmm nnn mm nnnnn mmm mmm nn mmmmm nnn m nn mmmmm nnnn mm nnnnnn mmm nnn mmmm nn mmmmmm nnn mm nnnnn mmm mmm nn mmmmm nnnn m nn mmmmm nnnn mm nnnnnn mmm nnn mmmm nn mmmmmm nnn mm nnnnn mmm mmm nn mmmmm nnnn mm n nn mmmmm nnnn mm nnnnnn mmm nnn mmmm nn mmmmmm nnn mm nnnnn mmm mmm nn mmm: [201, 1925, 261, 2166]
- article-subheading: SECOND ANNIVERSARY: [145, 1730, 187, 1735]
- column-7: [394, 21, 459, 2022]
- subheading-rule: [351, 1995, 371, 1996]
- subheading-rule: [481, 30, 501, 31]
- article-body: mmm nn mmmmm nnnn mm nnnnnn mmm nnn mmmm nn mmmmmm nnn mm nnnnn mmm mmm nn mmm mm nn mmmmm nnnn mm nnnnnn mmm nnn mmmm nn mmmmmm nnn mm nnnnn mmm mmm nn mmmmm m nn mmmmm nnnn mm nnnnnn mmm nnn mmmm nn mmmmmm nnn mm nnnnn mmm mmm nn mmmmm nnn nn mmmmm nnnn mm nnnnnn mmm nnn mmmm nn mmmmmm nnn mm nnnnn mmm mmm nn mmmmm nnnn m nn mmmmm nnnn mm nnnnnn mmm nnn mmmm nn mmmmmm nnn mm nnnnn mmm mmm nn mmmmm nnnn mm n n mmmmm nnnn mm nnnnnn mmm nnn mmmm nn mmmmmm nnn mm nnnnn mmm mmm nn mmm mmmmm nnnn mm nnnnnn mmm nnn mmmm nn mmmmmm nnn mm nnnnn mmm mmm nn mmmmm mmm nn mmmmm nnnn mm nnnnnn mmm nnn mmmm nn mmmmmm nnn mm nnnnn mmm mmm nn mmmmm nnn mm nn mmmmm nnnn mm nnnnnn mmm nnn mmmm nn mmmmmm nnn mm nnnnn mmm mmm nn mmmmm nnnn m m nn mmmmm nnnn mm nnnnnn mmm nnn mmmm nn mmmmmm nnn mm nnnnn mmm mmm nn mmmmm nnnn mm n nn mmmmm nnnn mm nnnnnn mmm nnn mmmm nn mmmmmm nnn mm nnnnn mmm mmm nn mmm nn mmmmm nnnn mm nnnnnn mmm nnn mmmm nn mmmmmm nnn mm nnnnn mmm mmm nn mmmmm n mmmmm nnnn mm nnnnnn mmm nnn mmmm nn mmmmmm nnn mm nnnnn mmm mmm nn mmmmm nnn mmmmm nnnn mm nnnnnn mmm nnn mmmm nn mmmmmm nnn mm nnnnn mmm mmm nn mmmmm nnnn m mmm nn mmmmm nnnn mm nnnnnn mmm nnn mmmm nn mmmmmm nnn mm nnnnn mmm mmm nn mmmmm nnnn mm n mm nn mmmmm nnnn mm nnnnnn mmm nnn mmmm nn mmmmmm nnn mm nnnnn mmm mmm nn mmm m nn mmmmm nnnn mm nnnnnn mmm nnn mmmm nn mmmmmm nnn mm nnnnn mmm mmm nn mmmmm nn mmmmm nnnn mm nnnnnn mmm nnn mmmm nn mmmmmm nnn mm nnnnn mmm mmm nn mmmmm nnn nn mmmmm nnnn mm nnnnnn mmm nnn mmmm nn mmmmmm nnn mm nnnnn mmm mmm nn mmmmm nnnn m n mmmmm nnnn mm nnnnnn mmm nnn mmmm nn mmmmmm nnn mm nnnnn mmm mmm nn mmmmm nnnn mm n mmmmm nnnn mm nnnnnn mmm nnn mmmm nn mmmmmm nnn mm nnnnn mmm mmm nn mmm mmm nn mmmmm nnnn mm nnnnnn mmm nnn mmmm nn mmmmmm nnn mm nnnnn mmm mmm nn mmmmm mm nn mmmmm nnnn mm nnnnnn mmm nnn mmmm nn mmmmmm nnn mm nnnnn mmm mmm nn mmmmm nnn m nn mmmmm nnnn mm nnnnnn mmm nnn mmmm nn mmmmmm nnn mm nnnnn mmm mmm nn mmmmm nnnn m nn mmmmm nnnn mm nnnnnn mmm nnn mmmm nn mmmmmm nnn mm nnnnn mmm mmm nn mmmmm nnnn mm n nn mmmmm nnnn mm nnnnnn mmm nnn mmmm nn mmmmmm nnn mm nnnnn mmm mmm nn mmm n mmmmm nnnn mm nnnnnn mmm nnn mmmm nn mmmmmm nnn mm nnnnn mmm mmm nn mmmmm mmmmm nnnn mm nnnnnn mmm nnn mmmm nn mmmmmm nnn mm nnnnn mmm mmm nn mmmmm nnn mmm nn mmmmm nnnn mm nnnnnn mmm nnn mmmm nn mmmmmm nnn mm nnnnn mmm mmm nn mmmmm nnnn m mm nn mmmmm nnnn mm nnnnnn mmm nnn mmmm nn mmmmmm nnn mm nnnnn mmm mmm nn mmmmm nnnn mm n m nn mmmmm nnnn mm nnnnnn mmm nnn mmmm nn mmmmmm nnn mm nnnnn mmm mmm nn mmm nn mmmmm nnnn mm nnnnnn mmm nnn mmmm nn mmmmmm nnn mm nnnnn mmm mmm nn mmmmm nn mmmmm nnnn mm nnnnnn mmm nnn mmmm nn mmmmmm nnn mm nnnnn mmm mmm nn mmmmm nnn n mmmmm nnnn mm nnnnnn mmm nnn mmmm nn mmmmmm nnn mm nnnnn mmm mmm nn mmmmm nnnn m mmmmm nnnn mm nnnnnn mmm nnn mmmm nn mmmmmm nnn mm nnnnn mmm mmm nn mmmmm nnnn mm n mmm nn mmmmm nnnn mm nnnnnn mmm nnn mmmm nn mmmmmm nnn mm nnnnn mmm mmm nn mmm mm nn mmmmm nnnn mm nnnnnn mmm nnn mmmm nn mmmmmm nnn mm nnnnn mmm mmm nn mmmmm m nn mmmmm nnnn mm nnnnnn mmm nnn mmmm nn mmmmmm nnn mm nnnnn mmm mmm nn mmmmm nnn nn mmmmm nnnn mm nnnnnn mmm nnn mmmm nn mmmmmm nnn mm nnnnn mmm mmm nn mmmmm nnnn m nn mmmmm nnnn mm nnnnnn mmm nnn mmmm nn mmmmmm nnn mm nnnnn mmm mmm nn mmmmm nnnn mm n n mmmmm nnnn mm nnnnnn mmm nnn mmmm nn mmmmmm nnn mm nnnnn mmm mmm nn mmm mmmmm nnnn mm nnnnnn mmm nnn mmmm nn mmmmmm nnn mm nnnnn mmm mmm nn mmmmm mmm nn mmmmm nnnn mm nnnnnn mmm nnn mmmm nn mmmmmm nnn mm nnnnn mmm mmm nn mmmmm nnn mm nn mmmmm nnnn mm nnnnnn mmm nnn mmmm nn mmmmmm nnn mm nnnnn mmm mmm nn mmmmm nnnn m m nn mmmmm nnnn mm nnnnnn mmm nnn mmmm nn mmmmmm nnn mm nnnnn mmm mmm nn mmmmm nnnn mm n nn mmmmm nnnn mm nnnnnn mmm nnn mmmm nn mmmmmm nnn mm nnnnn mmm mmm nn mmm nn mmmmm nnnn mm nnnnnn mmm nnn mmmm nn mmmmmm nnn mm nnnnn mmm mmm nn mmmmm n mmmmm nnnn mm nnnnnn mmm nnn mmmm nn mmmmmm nnn mm nnnnn mmm mmm nn mmmmm nnn mmmmm nnnn mm nnnnnn mmm nnn mmmm nn mmmmmm nnn mm nnnnn mmm mmm nn mmmmm nnnn m mmm nn mmmmm nnnn mm nnnnnn mmm nnn mmmm nn mmmmmm nnn mm nnnnn mmm mmm nn mmmmm nnnn mm n mm nn mmmmm nnnn mm nnnnnn mmm nnn mmmm nn mmmmmm nnn mm nnnnn mmm mmm nn mmm m nn mmmmm nnnn mm nnnnnn mmm nnn mmmm nn mmmmmm nnn mm nnnnn mmm mmm nn mmmmm nn mmmmm nnnn mm nnnnnn mmm nnn mmmm nn mmmmmm nnn mm nnnnn mmm mmm nn mmmmm nnn nn mmmmm nnnn mm nnnnnn mmm nnn mmmm nn mmmmmm nnn mm nnnnn mmm mmm nn mmmmm nnnn m n mmmmm nnnn mm nnnnnn mmm nnn mmmm nn mmmmmm nnn mm nnnnn mmm mmm nn mmmmm nnnn mm n mmmmm nnnn mm nnnnnn mmm nnn mmmm nn mmmmmm nnn mm nnnnn mmm mmm nn mmm mmm nn mmmmm nnnn mm nnnnnn mmm nnn mmmm nn mmmmmm nnn mm nnnnn mmm mmm nn mmmmm mm nn mmmmm nnnn mm nnnnnn mmm nnn mmmm nn mmmmmm nnn mm nnnnn mmm mmm nn mmmmm nnn m nn mmmmm nnnn mm nnnnnn mmm nnn mmmm nn mmmmmm nnn mm nnnnn mmm mmm nn mmmmm nnnn m nn mmmmm nnnn mm nnnnnn mmm nnn mmmm nn mmmmmm nnn mm nnnnn mmm mmm nn mmmmm nnnn mm n nn mmmmm nnnn mm nnnnnn mmm nnn mmmm nn mmmmmm nnn mm nnnnn mmm mmm nn mmm n mmmmm nnnn mm nnnnnn mmm nnn mmmm nn mmmmmm nnn mm nnnnn mmm mmm nn mmmmm mmmmm nnnn mm nnnnnn mmm nnn mmmm nn mmmmmm nnn mm nnnnn mmm mmm nn mmmmm nnn mmm nn mmmmm nnnn mm nnnnnn mmm nnn mmmm nn mmmmmm nnn mm nnnnn mmm mmm nn mmmmm nnnn m mm nn mmmmm nnnn mm nnnnnn mmm nnn mmmm nn mmmmmm nnn mm nnnnn mmm mmm nn mmmmm nnnn mm n m nn mmmmm nnnn mm nnnnnn mmm nnn mmmm nn mmmmmm nnn mm nnnnn mmm mmm nn mmm nn mmmmm nnnn mm nnnnnn mmm nnn mmmm nn mmmmmm nnn mm nnnnn mmm mmm nn mmmmm nn mmmmm nnnn mm nnnnnn mmm nnn mmmm nn mmmmmm nnn mm nnnnn mmm mmm nn mmmmm nnn n mmmmm nnnn mm nnnnnn mmm nnn mmmm nn mmmmmm nnn mm nnnnn mmm mmm nn mmmmm nnnn m mmmmm nnnn mm nnnnnn mmm nnn mmmm nn mmmmmm nnn mm nnnnn mmm mmm nn mmmmm nnnn mm n mmm nn mmmmm nnnn mm nnnnnn mmm nnn mmmm nn mmmmmm nnn mm nnnnn mmm mmm nn mmm mm nn mmmmm nnnn mm nnnnnn mmm nnn mmmm nn mmmmmm nnn mm nnnnn mmm mmm nn mmmmm m nn mmmmm nnnn mm nnnnnn mmm nnn mmmm nn mmmmmm nnn mm nnnnn mmm mmm nn mmmmm nnn nn mmmmm nnnn mm nnnnnn mmm nnn mmmm nn mmmmmm nnn mm nnnnn mmm mmm nn mmmmm nnnn m nn mmmmm nnnn mm nnnnnn mmm nnn mmmm nn mmmmmm nnn mm nnnnn mmm mmm nn mmmmm nnnn mm n n mmmmm nnnn mm nnnnnn mmm nnn mmmm nn mmmmmm nnn mm nnnnn mmm mmm nn mmm mmmmm nnnn mm nnnnnn mmm nnn mmmm nn mmmmmm nnn mm nnnnn mmm mmm nn mmmmm mmm nn mmmmm nnnn mm nnnnnn mmm nnn mmmm nn mmmmmm nnn mm nnnnn mmm mmm nn mmmmm nnn mm nn mmmmm nnnn mm nnnnnn mmm nnn mmmm nn mmmmmm nnn mm nnnnn mmm mmm nn mmmmm nnnn m m nn mmmmm nnnn mm nnnnnn mmm nnn mmmm nn mmmmmm nnn mm nnnnn mmm mmm nn mmmmm nnnn mm n nn mmmmm nnnn mm nnnnnn mmm nnn mmmm nn mmmmmm nnn mm nnnnn mmm mmm nn mmm nn mmmmm nnnn mm nnnnnn mmm nnn mmmm nn mmmmmm nnn mm nnnnn mmm mmm nn mmmmm n mmmmm nnnn mm nnnnnn mmm nnn mmmm nn mmmmmm nnn mm nnnnn mmm mmm nn mmmmm nnn mmmmm nnnn mm nnnnnn mmm nnn mmmm nn mmmmmm nnn mm nnnnn mmm mmm nn mmmmm nnnn m mmm nn mmmmm nnnn mm nnnnnn mmm nnn mmmm nn mmmmmm nnn mm nnnnn mmm mmm nn mmmmm nnnn mm n mm nn mmmmm nnnn mm nnnnnn mmm nnn mmmm nn mmmmmm nnn mm nnnnn mmm mmm nn mmm m nn mmmmm nnnn mm nnnnnn mmm nnn mmmm nn mmmmmm nnn mm nnnnn mmm mmm nn mmmmm nn mmmmm nnnn mm nnnnnn mmm nnn mmmm nn mmmmmm nnn mm nnnnn mmm mmm nn mmmmm nnn nn mmmmm nnnn mm nnnnnn mmm nnn mmmm nn mmmmmm nnn mm nnnnn mmm mmm nn mmmmm nnnn m n mmmmm nnnn mm nnnnnn mmm nnn mmmm nn mmmmmm nnn mm nnnnn mmm mmm nn mmmmm nnnn mm n mmmmm nnnn mm nnnnnn mmm nnn mmmm nn mmmmmm nnn mm nnnnn mmm mmm nn mmm mmm nn mmmmm nnnn mm nnnnnn mmm nnn mmmm nn mmmmmm nnn mm nnnnn mmm mmm nn mmmmm mm nn mmmmm nnnn mm nnnnnn mmm nnn mmmm nn mmmmmm nnn mm nnnnn mmm mmm nn mmmmm nnn m nn mmmmm nnnn mm nnnnnn mmm nnn mmmm nn mmmmmm nnn mm nnnnn mmm mmm nn mmmmm nnnn m nn mmmmm nnnn mm nnnnnn mmm nnn mmmm nn mmmmmm nnn mm nnnnn mmm mmm nn mmmmm nnnn mm n nn mmmmm nnnn mm nnnnnn mmm nnn mmmm nn mmmmmm nnn mm nnnnn mmm mmm nn mmm n mmmmm nnnn mm nnnnnn mmm nnn mmmm nn mmmmmm nnn mm nnnnn mmm mmm nn mmmmm mmmmm nnnn mm nnnnnn mmm nnn mmmm nn mmmmmm nnn mm nnnnn mmm mmm nn mmmmm nnn mmm nn mmmmm nnnn mm nnnnnn mmm nnn mmmm nn mmmmmm nnn mm nnnnn mmm mmm nn mmmmm nnnn m mm nn mmmmm nnnn mm nnnnnn mmm nnn mmmm nn mmmmmm nnn mm nnnnn mmm mmm nn mmmmm nnnn mm n m nn mmmmm nnnn mm nnnnnn mmm nnn mmmm nn mmmmmm nnn mm nnnnn mmm mmm nn mmm nn mmmmm nnnn mm nnnnnn mmm nnn mmmm nn mmmmmm nnn mm nnnnn mmm mmm nn mmmmm nn mmmmm nnnn mm nnnnnn mmm nnn mmmm nn mmmmmm nnn mm nnnnn mmm mmm nn mmmmm nnn n mmmmm nnnn mm nnnnnn mmm nnn mmmm nn mmmmmm nnn mm nnnnn mmm mmm nn mmmmm nnnn m mmmmm nnnn mm nnnnnn mmm nnn mmmm nn mmmmmm nnn mm nnnnn mmm mmm nn mmmmm nnnn mm n mmm nn mmmmm nnnn mm nnnnnn mmm nnn mmmm nn mmmmmm nnn mm nnnnn mmm mmm nn mmm mm nn mmmmm nnnn mm nnnnnn mmm nnn mmmm nn mmmmmm nnn mm nnnnn mmm mmm nn mmmmm m nn mmmmm nnnn mm nnnnnn mmm nnn mmmm nn mmmmmm nnn mm nnnnn mmm mmm nn mmmmm nnn nn mmmmm nnnn mm nnnnnn mmm nnn mmmm nn mmmmmm nnn mm nnnnn mmm mmm nn mmmmm nnnn m nn mmmmm nnnn mm nnnnnn mmm nnn mmmm nn mmmmmm nnn mm nnnnn mmm mmm nn mmmmm nnnn mm n n mmmmm nnnn mm nnnnnn mmm nnn mmmm nn mmmmmm nnn mm nnnnn mmm mmm nn mmm mmmmm nnnn mm nnnnnn mmm nnn mmmm nn mmmmmm nnn mm nnnnn mmm mmm nn mmmmm mmm nn mmmmm nnnn mm nnnnnn mmm nnn mmmm nn mmmmmm nnn mm nnnnn mmm mmm nn mmmmm nnn mm nn mmmmm nnnn mm nnnnnn mmm nnn mmmm nn mmmmmm nnn mm nnnnn mmm mmm nn mmmmm nnnn m m nn mmmmm nnnn mm nnnnnn mmm nnn mmmm nn mmmmmm nnn mm nnnnn mmm mmm nn mmmmm nnnn mm n nn mmmmm nnnn mm nnnnnn mmm nnn mmmm nn mmmmmm nnn mm nnnnn mmm mmm nn mmm nn mmmmm nnnn mm nnnnnn mmm nnn mmmm nn mmmmmm nnn mm nnnnn mmm mmm nn mmmmm n mmmmm nnnn mm nnnnnn mmm nnn mmmm nn mmmmmm nnn mm nnnnn mmm mmm nn mmmmm nnn mmmmm nnnn mm nnnnnn mmm nnn mmmm nn mmmmmm nnn mm nnnnn mmm mmm nn mmmmm nnnn m mmm nn mmmmm nnnn mm nnnnnn mmm nnn mmmm nn mmmmmm nnn mm nnnnn mmm mmm nn mmmmm nnnn mm n mm nn mmmmm nnnn mm nnnnnn mmm nnn mmmm nn mmmmmm nnn mm nnnnn mmm mmm nn mmm m nn mmmmm nnnn mm nnnnnn mmm nnn mmmm nn mmmmmm nnn mm nnnnn mmm mmm nn mmmmm nn mmmmm nnnn mm nnnnnn mmm nnn mmmm nn mmmmmm nnn mm nnnnn mmm mmm nn mmmmm nnn nn mmmmm nnnn mm nnnnnn mmm nnn mmmm nn mmmmmm nnn mm nnnnn mmm mmm nn mmmmm nnnn m n mmmmm nnnn mm nnnnnn mmm nnn mmmm nn mmmmmm nnn mm nnnnn mmm mmm nn mmmmm nnnn mm n mmmmm nnnn mm nnnnnn mmm nnn mmmm nn mmmmmm nnn mm nnnnn mmm mmm nn mmm mmm nn mmmmm nnnn mm nnnnnn mmm nnn mmmm nn mmmmmm nnn mm nnnnn mmm mmm nn mmmmm mm nn mmmmm nnnn mm nnnnnn mmm nnn mmmm nn mmmmmm nnn mm nnnnn mmm mmm nn mmmmm nnn m nn mmmmm nnnn mm nnnnnn mmm nnn mmmm nn mmmmmm nnn mm nnnnn mmm mmm nn mmmmm nnnn m nn mmmmm nnnn mm nnnnnn mmm nnn mmmm nn mmmmmm nnn mm nnnnn mmm mmm nn mmmmm nnnn mm n nn mmmmm nnnn mm nnnnnn mmm nnn mmmm nn mmmmmm nnn mm nnnnn mmm mmm nn mmm n mmmmm nnnn mm nnnnnn mmm nnn mmmm nn mmmmmm nnn mm nnnnn mmm mmm nn mmmmm mmmmm nnnn mm nnnnnn mmm nnn mmmm nn mmmmmm nnn mm nnnnn mmm mmm nn mmmmm nnn mmm nn mmmmm nnnn mm nnnnnn mmm nnn mmmm nn mmmmmm nnn mm nnnnn mmm mmm nn mmmmm nnnn m mm nn mmmmm nnnn mm nnnnnn mmm nnn mmmm nn mmmmmm nnn mm nnnnn mmm mmm nn mmmmm nnnn mm n m nn mmmmm nnnn mm nnnnnn mmm nnn mmmm nn mmmmmm nnn mm nnnnn mmm mmm nn mmm nn mmmmm nnnn mm nnnnnn mmm nnn mmmm nn mmmmmm nnn mm nnnnn mmm mmm nn mmmmm nn mmmmm nnnn mm nnnnnn mmm nnn mmmm nn mmmmmm nnn mm nnnnn mmm mmm nn mmmmm nnn n mmmmm nnnn mm nnnnnn mmm nnn mmmm nn mmmmmm nnn mm nnnnn mmm mmm nn mmmmm nnnn m mmmmm nnnn mm nnnnnn mmm nnn mmmm nn mmmmmm nnn mm nnnnn mmm mmm nn mmmmm nnnn mm n mmm nn mmmmm nnnn mm nnnnnn mmm nnn mmmm nn mmmmmm nnn mm nnnnn mmm mmm nn mmm mm nn mmmmm nnnn mm nnnnnn mmm nnn mmmm nn mmmmmm nnn mm nnnnn mmm mmm nn mmmmm m nn mmmmm nnnn mm nnnnnn mmm nnn mmmm nn mmmmmm nnn mm nnnnn mmm mmm nn mmmmm nnn nn mmmmm nnnn mm nnnnnn mmm nnn mmmm nn mmmmmm nnn mm nnnnn mmm mmm nn mmmmm nnnn m nn mmmmm nnnn mm nnnnnn mmm nnn mmmm nn mmmmmm nnn mm nnnnn mmm mmm nn mmmmm nnnn mm n n mmmmm nnnn mm nnnnnn mmm nnn mmmm nn mmmmmm nnn mm nnnnn mmm mmm nn mmm mmmmm nnnn mm nnnnnn mmm nnn mmmm nn mmmmmm nnn mm nnnnn mmm mmm nn mmmmm mmm nn mmmmm nnnn mm nnnnnn mmm nnn mmmm nn mmmmmm nnn mm nnnnn mmm mmm nn mmmmm nnn mm nn mmmmm nnnn mm nnnnnn mmm nnn mmmm nn mmmmmm nnn mm nnnnn mmm mmm nn mmmmm nnnn m m nn mmmmm nnnn mm nnnnnn mmm nnn mmmm nn mmmmmm nnn mm nnnnn mmm mmm nn mmmmm nnnn mm n: [396, 55, 456, 1442]
- article-subheading: EMBARKED FOR ENGLAND: [272, 1591, 320, 1594]
- article-subheading: TRIBUTES IN PARLIAMENT: [208, 1305, 255, 1309]
- article-body: mmm nn mmmmm nnnn mm nnnnnn mmm nnn mmmm nn mmmmmm nnn mm nnnnn mmm mmm nn mmm mm nn mmmmm nnnn mm nnnnnn mmm nnn mmmm nn mmmmmm nnn mm nnnnn mmm mmm nn mmmmm m nn mmmmm nnnn mm nnnnnn mmm nnn mmmm nn mmmmmm nnn mm nnnnn mmm mmm nn mmmmm nnn nn mmmmm nnnn mm nnnnnn mmm nnn mmmm nn mmmmmm nnn mm nnnnn mmm mmm nn mmmmm nnnn m nn mmmmm nnnn mm nnnnnn mmm nnn mmmm nn mmmmmm nnn mm nnnnn mmm mmm nn mmmmm nnnn mm n n mmmmm nnnn mm nnnnnn mmm nnn mmmm nn mmmmmm nnn mm nnnnn mmm mmm nn mmm mmmmm nnnn mm nnnnnn mmm nnn mmmm nn mmmmmm nnn mm nnnnn mmm mmm nn mmmmm mmm nn mmmmm nnnn mm nnnnnn mmm nnn mmmm nn mmmmmm nnn mm nnnnn mmm mmm nn mmmmm nnn mm nn mmmmm nnnn mm nnnnnn mmm nnn mmmm nn mmmmmm nnn mm nnnnn mmm mmm nn mmmmm nnnn m m nn mmmmm nnnn mm nnnnnn mmm nnn mmmm nn mmmmmm nnn mm nnnnn mmm mmm nn mmmmm nnnn mm n nn mmmmm nnnn mm nnnnnn mmm nnn mmmm nn mmmmmm nnn mm nnnnn mmm mmm nn mmm nn mmmmm nnnn mm nnnnnn mmm nnn mmmm nn mmmmmm nnn mm nnnnn mmm mmm nn mmmmm n mmmmm nnnn mm nnnnnn mmm nnn mmmm nn mmmmmm nnn mm nnnnn mmm mmm nn mmmmm nnn mmmmm nnnn mm nnnnnn mmm nnn mmmm nn mmmmmm nnn mm nnnnn mmm mmm nn mmmmm nnnn m mmm nn mmmmm nnnn mm nnnnnn mmm nnn mmmm nn mmmmmm nnn mm nnnnn mmm mmm nn mmmmm nnnn mm n mm nn mmmmm nnnn mm nnnnnn mmm nnn mmmm nn mmmmmm nnn mm nnnnn mmm mmm nn mmm m nn mmmmm nnnn mm nnnnnn mmm nnn mmmm nn mmmmmm nnn mm nnnnn mmm mmm nn mmmmm nn mmmmm nnnn mm nnnnnn mmm nnn mmmm nn mmmmmm nnn mm nnnnn mmm mmm nn mmmmm nnn nn mmmmm nnnn mm nnnnnn mmm nnn mmmm nn mmmmmm nnn mm nnnnn mmm mmm nn mmmmm nnnn m n mmmmm nnnn mm nnnnnn mmm nnn mmmm nn mmmmmm nnn mm nnnnn mmm mmm nn mmmmm nnnn mm n mmmmm nnnn mm nnnnnn mmm nnn mmmm nn mmmmmm nnn mm nnnnn mmm mmm nn mmm mmm nn mmmmm nnnn mm nnnnnn mmm nnn mmmm nn mmmmmm nnn mm nnnnn mmm mmm nn mmmmm mm nn mmmmm nnnn mm nnnnnn mmm nnn mmmm nn mmmmmm nnn mm nnnnn mmm mmm nn mmmmm nnn m nn mmmmm nnnn mm nnnnnn mmm nnn mmmm nn mmmmmm nnn mm nnnnn mmm mmm nn mmmmm nnnn m nn mmmmm nnnn mm nnnnnn mmm nnn mmmm nn mmmmmm nnn mm nnnnn mmm mmm nn mmmmm nnnn mm n nn mmmmm nnnn mm nnnnnn mmm nnn mmmm nn mmmmmm nnn mm nnnnn mmm mmm nn mmm n mmmmm nnnn mm nnnnnn mmm nnn mmmm nn mmmmmm nnn mm nnnnn mmm mmm nn mmmmm mmmmm nnnn mm nnnnnn mmm nnn mmmm nn mmmmmm nnn mm nnnnn mmm mmm nn mmmmm nnn mmm nn mmmmm nnnn mm nnnnnn mmm nnn mmmm nn mmmmmm nnn mm nnnnn mmm mmm nn mmmmm nnnn m mm nn mmmmm nnnn mm nnnnnn mmm nnn mmmm nn mmmmmm nnn mm nnnnn mmm mmm nn mmmmm nnnn mm n: [71, 2203, 131, 2481]
- section-divider: [461, 443, 522, 444]
- section-divider: [461, 756, 522, 757]
- article-body: mmm nn mmmmm nnnn mm nnnnnn mmm nnn mmmm nn mmmmmm nnn mm nnnnn mmm mmm nn mmm mm nn mmmmm nnnn mm nnnnnn mmm nnn mmmm nn mmmmmm nnn mm nnnnn mmm mmm nn mmmmm m nn mmmmm nnnn mm nnnnnn mmm nnn mmmm nn mmmmmm nnn mm nnnnn mmm mmm nn mmmmm nnn nn mmmmm nnnn mm nnnnnn mmm nnn mmmm nn mmmmmm nnn mm nnnnn mmm mmm nn mmmmm nnnn m nn mmmmm nnnn mm nnnnnn mmm nnn mmmm nn mmmmmm nnn mm nnnnn mmm mmm nn mmmmm nnnn mm n n mmmmm nnnn mm nnnnnn mmm nnn mmmm nn mmmmmm nnn mm nnnnn mmm mmm nn mmm mmmmm nnnn mm nnnnnn mmm nnn mmmm nn mmmmmm nnn mm nnnnn mmm mmm nn mmmmm mmm nn mmmmm nnnn mm nnnnnn mmm nnn mmmm nn mmmmmm nnn mm nnnnn mmm mmm nn mmmmm nnn mm nn mmmmm nnnn mm nnnnnn mmm nnn mmmm nn mmmmmm nnn mm nnnnn mmm mmm nn mmmmm nnnn m m nn mmmmm nnnn mm nnnnnn mmm nnn mmmm nn mmmmmm nnn mm nnnnn mmm mmm nn mmmmm nnnn mm n nn mmmmm nnnn mm nnnnnn mmm nnn mmmm nn mmmmmm nnn mm nnnnn mmm mmm nn mmm nn mmmmm nnnn mm nnnnnn mmm nnn mmmm nn mmmmmm nnn mm nnnnn mmm mmm nn mmmmm n mmmmm nnnn mm nnnnnn mmm nnn mmmm nn mmmmmm nnn mm nnnnn mmm mmm nn mmmmm nnn mmmmm nnnn mm nnnnnn mmm nnn mmmm nn mmmmmm nnn mm nnnnn mmm mmm nn mmmmm nnnn m mmm nn mmmmm nnnn mm nnnnnn mmm nnn mmmm nn mmmmmm nnn mm nnnnn mmm mmm nn mmmmm nnnn mm n mm nn mmmmm nnnn mm nnnnnn mmm nnn mmmm nn mmmmmm nnn mm nnnnn mmm mmm nn mmm m nn mmmmm nnnn mm nnnnnn mmm nnn mmmm nn mmmmmm nnn mm nnnnn mmm mmm nn mmmmm nn mmmmm nnnn mm nnnnnn mmm nnn mmmm nn mmmmmm nnn mm nnnnn mmm mmm nn mmmmm nnn nn mmmmm nnnn mm nnnnnn mmm nnn mmmm nn mmmmmm nnn mm nnnnn mmm mmm nn mmmmm nnnn m n mmmmm nnnn mm nnnnnn mmm nnn mmmm nn mmmmmm nnn mm nnnnn mmm mmm nn mmmmm nnnn mm n mmmmm nnnn mm nnnnnn mmm nnn mmmm nn mmmmmm nnn mm nnnnn mmm mmm nn mmm mmm nn mmmmm nnnn mm nnnnnn mmm nnn mmmm nn mmmmmm nnn mm nnnnn mmm mmm nn mmmmm mm nn mmmmm nnnn mm nnnnnn mmm nnn mmmm nn mmmmmm nnn mm nnnnn mmm mmm nn mmmmm nnn m nn mmmmm nnnn mm nnnnnn mmm nnn mmmm nn mmmmmm nnn mm nnnnn mmm mmm nn mmmmm nnnn m nn mmmmm nnnn mm nnnnnn mmm nnn mmmm nn mmmmmm nnn mm nnnnn mmm mmm nn mmmmm nnnn mm n nn mmmmm nnnn mm nnnnnn mmm nnn mmmm nn mmmmmm nnn mm nnnnn mmm mmm nn mmm n mmmmm nnnn mm nnnnnn mmm nnn mmmm nn mmmmmm nnn mm nnnnn mmm mmm nn mmmmm mmmmm nnnn mm nnnnnn mmm nnn mmmm nn mmmmmm nnn mm nnnnn mmm mmm nn mmmmm nnn mmm nn mmmmm nnnn mm nnnnnn mmm nnn mmmm nn mmmmmm nnn mm nnnnn mmm mmm nn mmmmm nnnn m mm nn mmmmm nnnn mm nnnnnn mmm nnn mmmm nn mmmmmm nnn mm nnnnn mmm mmm nn mmmmm nnnn mm n m nn mmmmm nnnn mm nnnnnn mmm nnn mmmm nn mmmmmm nnn mm nnnnn mmm mmm nn mmm nn mmmmm nnnn mm nnnnnn mmm nnn mmmm nn mmmmmm nnn mm nnnnn mmm mmm nn mmmmm nn mmmmm nnnn mm nnnnnn mmm nnn mmmm nn mmmmmm nnn mm nnnnn mmm mmm nn mmmmm nnn n mmmmm nnnn mm nnnnnn mmm nnn mmmm nn mmmmmm nnn mm nnnnn mmm mmm nn mmmmm nnnn m mmmmm nnnn mm nnnnnn mmm nnn mmmm nn mmmmmm nnn mm nnnnn mmm mmm nn mmmmm nnnn mm n mmm nn mmmmm nnnn mm nnnnnn mmm nnn mmmm nn mmmmmm nnn mm nnnnn mmm mmm nn mmm mm nn mmmmm nnnn mm nnnnnn mmm nnn mmmm nn mmmmmm nnn mm nnnnn mmm mmm nn mmmmm m nn mmmmm nnnn mm nnnnnn mmm nnn mmmm nn mmmmmm nnn mm nnnnn mmm mmm nn mmmmm nnn nn mmmmm nnnn mm nnnnnn mmm nnn mmmm nn mmmmmm nnn mm nnnnn mmm mmm nn mmmmm nnnn m nn mmmmm nnnn mm nnnnnn mmm nnn mmmm nn mmmmmm nnn mm nnnnn mmm mmm nn mmmmm nnnn mm n n mmmmm nnnn mm nnnnnn mmm nnn mmmm nn mmmmmm nnn mm nnnnn mmm mmm nn mmm mmmmm nnnn mm nnnnnn mmm nnn mmmm nn mmmmmm nnn mm nnnnn mmm mmm nn mmmmm mmm nn mmmmm nnnn mm nnnnnn mmm nnn mmmm nn mmmmmm nnn mm nnnnn mmm mmm nn mmmmm nnn mm nn mmmmm nnnn mm nnnnnn mmm nnn mmmm nn mmmmmm nnn mm nnnnn mmm mmm nn mmmmm nnnn m m nn mmmmm nnnn mm nnnnnn mmm nnn mmmm nn mmmmmm nnn mm nnnnn mmm mmm nn mmmmm nnnn mm n nn mmmmm nnnn mm nnnnnn mmm nnn mmmm nn mmmmmm nnn mm nnnnn mmm mmm nn mmm nn mmmmm nnnn mm nnnnnn mmm nnn mmmm nn mmmmmm nnn mm nnnnn mmm mmm nn mmmmm n mmmmm nnnn mm nnnnnn mmm nnn mmmm nn mmmmmm nnn mm nnnnn mmm mmm nn mmmmm nnn mmmmm nnnn mm nnnnnn mmm nnn mmmm nn mmmmmm nnn mm nnnnn mmm mmm nn mmmmm nnnn m mmm nn mmmmm nnnn mm nnnnnn mmm nnn mmmm nn mmmmmm nnn mm nnnnn mmm mmm nn mmmmm nnnn mm n mm nn mmmmm nnnn mm nnnnnn mmm nnn mmmm nn mmmmmm nnn mm nnnnn mmm mmm nn mmm m nn mmmmm nnnn mm nnnnnn mmm nnn mmmm nn mmmmmm nnn mm nnnnn mmm mmm nn mmmmm nn mmmmm nnnn mm nnnnnn mmm nnn mmmm nn mmmmmm nnn mm nnnnn mmm mmm nn mmmmm nnn nn mmmmm nnnn mm nnnnnn mmm nnn mmmm nn mmmmmm nnn mm nnnnn mmm mmm nn mmmmm nnnn m n mmmmm nnnn mm nnnnnn mmm nnn mmmm nn mmmmmm nnn mm nnnnn mmm mmm nn mmmmm nnnn mm n mmmmm nnnn mm nnnnnn mmm nnn mmmm nn mmmmmm nnn mm nnnnn mmm mmm nn mmm mmm nn mmmmm nnnn mm nnnnnn mmm nnn mmmm nn mmmmmm nnn mm nnnnn mmm mmm nn mmmmm mm nn mmmmm nnnn mm nnnnnn mmm nnn mmmm nn mmmmmm nnn mm nnnnn mmm mmm nn mmmmm nnn m nn mmmmm nnnn mm nnnnnn mmm nnn mmmm nn mmmmmm nnn mm nnnnn mmm mmm nn mmmmm nnnn m nn mmmmm nnnn mm nnnnnn mmm nnn mmmm nn mmmmmm nnn mm nnnnn mmm mmm nn mmmmm nnnn mm n nn mmmmm nnnn mm nnnnnn mmm nnn mmmm nn mmmmmm nnn mm nnnnn mmm mmm nn mmm n mmmmm nnnn mm nnnnnn mmm nnn mmmm nn mmmmmm nnn mm nnnnn mmm mmm nn mmmmm mmmmm nnnn mm nnnnnn mmm nnn mmmm nn mmmmmm nnn mm nnnnn mmm mmm nn mmmmm nnn mmm nn mmmmm nnnn mm nnnnnn mmm nnn mmmm nn mmmmmm nnn mm nnnnn mmm mmm nn mmmmm nnnn m mm nn mmmmm nnnn mm nnnnnn mmm nnn mmmm nn mmmmmm nnn mm nnnnn mmm mmm nn mmmmm nnnn mm n m nn mmmmm nnnn mm nnnnnn mmm nnn mmmm nn mmmmmm nnn mm nnnnn mmm mmm nn mmm nn mmmmm nnnn mm nnnnnn mmm nnn mmmm nn mmmmmm nnn mm nnnnn mmm mmm nn mmmmm nn mmmmm nnnn mm nnnnnn mmm nnn mmmm nn mmmmmm nnn mm nnnnn mmm mmm nn mmmmm nnn n mmmmm nnnn mm nnnnnn mmm nnn mmmm nn mmmmmm nnn mm nnnnn mmm mmm nn mmmmm nnnn m mmmmm nnnn mm nnnnnn mmm nnn mmmm nn mmmmmm nnn mm nnnnn mmm mmm nn mmmmm nnnn mm n: [331, 971, 391, 1618]
- article-headline: COST OF LIVING: [207, 24, 256, 31]
- article-body: mmm nn mmmmm nnnn mm nnnnnn mmm nnn mmmm nn mmmmmm nnn mm nnnnn mmm mmm nn mmm mm nn mmmmm nnnn mm nnnnnn mmm nnn mmmm nn mmmmmm nnn mm nnnnn mmm mmm nn mmmmm m nn mmmmm nnnn mm nnnnnn mmm nnn mmmm nn mmmmmm nnn mm nnnnn mmm mmm nn mmmmm nnn nn mmmmm nnnn mm nnnnnn mmm nnn mmmm nn mmmmmm nnn mm nnnnn mmm mmm nn mmmmm nnnn m nn mmmmm nnnn mm nnnnnn mmm nnn mmmm nn mmmmmm nnn mm nnnnn mmm mmm nn mmmmm nnnn mm n n mmmmm nnnn mm nnnnnn mmm nnn mmmm nn mmmmmm nnn mm nnnnn mmm mmm nn mmm mmmmm nnnn mm nnnnnn mmm nnn mmmm nn mmmmmm nnn mm nnnnn mmm mmm nn mmmmm mmm nn mmmmm nnnn mm nnnnnn mmm nnn mmmm nn mmmmmm nnn mm nnnnn mmm mmm nn mmmmm nnn mm nn mmmmm nnnn mm nnnnnn mmm nnn mmmm nn mmmmmm nnn mm nnnnn mmm mmm nn mmmmm nnnn m m nn mmmmm nnnn mm nnnnnn mmm nnn mmmm nn mmmmmm nnn mm nnnnn mmm mmm nn mmmmm nnnn mm n nn mmmmm nnnn mm nnnnnn mmm nnn mmmm nn mmmmmm nnn mm nnnnn mmm mmm nn mmm nn mmmmm nnnn mm nnnnnn mmm nnn mmmm nn mmmmmm nnn mm nnnnn mmm mmm nn mmmmm n mmmmm nnnn mm nnnnnn mmm nnn mmmm nn mmmmmm nnn mm nnnnn mmm mmm nn mmmmm nnn mmmmm nnnn mm nnnnnn mmm nnn mmmm nn mmmmmm nnn mm nnnnn mmm mmm nn mmmmm nnnn m mmm nn mmmmm nnnn mm nnnnnn mmm nnn mmmm nn mmmmmm nnn mm nnnnn mmm mmm nn mmmmm nnnn mm n mm nn mmmmm nnnn mm nnnnnn mmm nnn mmmm nn mmmmmm nnn mm nnnnn mmm mmm nn mmm m nn mmmmm nnnn mm nnnnnn mmm nnn mmmm nn mmmmmm nnn mm nnnnn mmm mmm nn mmmmm nn mmmmm nnnn mm nnnnnn mmm nnn mmmm nn mmmmmm nnn mm nnnnn mmm mmm nn mmmmm nnn nn mmmmm nnnn mm nnnnnn mmm nnn mmmm nn mmmmmm nnn mm nnnnn mmm mmm nn mmmmm nnnn m n mmmmm nnnn mm nnnnnn mmm nnn mmmm nn mmmmmm nnn mm nnnnn mmm mmm nn mmmmm nnnn mm n mmmmm nnnn mm nnnnnn mmm nnn mmmm nn mmmmmm nnn mm nnnnn mmm mmm nn mmm mmm nn mmmmm nnnn mm nnnnnn mmm nnn mmmm nn mmmmmm nnn mm nnnnn mmm mmm nn mmmmm mm nn mmmmm nnnn mm nnnnnn mmm nnn mmmm nn mmmmmm nnn mm nnnnn mmm mmm nn mmmmm nnn m nn mmmmm nnnn mm nnnnnn mmm nnn mmmm nn mmmmmm nnn mm nnnnn mmm mmm nn mmmmm nnnn m nn mmmmm nnnn mm nnnnnn mmm nnn mmmm nn mmmmmm nnn mm nnnnn mmm mmm nn mmmmm nnnn mm n nn mmmmm nnnn mm nnnnnn mmm nnn mmmm nn mmmmmm nnn mm nnnnn mmm mmm nn mmm n mmmmm nnnn mm nnnnnn mmm nnn mmmm nn mmmmmm nnn mm nnnnn mmm mmm nn mmmmm mmmmm nnnn mm nnnnnn mmm nnn mmmm nn mmmmmm nnn mm nnnnn mmm mmm nn mmmmm nnn mmm nn mmmmm nnnn mm nnnnnn mmm nnn mmmm nn mmmmmm nnn mm nnnnn mmm mmm nn mmmmm nnnn m mm nn mmmmm nnnn mm nnnnnn mmm nnn mmmm nn mmmmmm nnn mm nnnnn mmm mmm nn mmmmm nnnn mm n m nn mmmmm nnnn mm nnnnnn mmm nnn mmmm nn mmmmmm nnn mm nnnnn mmm mmm nn mmm nn mmmmm nnnn mm nnnnnn mmm nnn mmmm nn mmmmmm nnn mm nnnnn mmm mmm nn mmmmm nn mmmmm nnnn mm nnnnnn mmm nnn mmmm nn mmmmmm nnn mm nnnnn mmm mmm nn mmmmm nnn n mmmmm nnnn mm nnnnnn mmm nnn mmmm nn mmmmmm nnn mm nnnnn mmm mmm nn mmmmm nnnn m mmmmm nnnn mm nnnnnn mmm nnn mmmm nn mmmmmm nnn mm nnnnn mmm mmm nn mmmmm nnnn mm n mmm nn mmmmm nnnn mm nnnnnn mmm nnn mmmm nn mmmmmm nnn mm nnnnn mmm mmm nn mmm mm nn mmmmm nnnn mm nnnnnn mmm nnn mmmm nn mmmmmm nnn mm nnnnn mmm mmm nn mmmmm m nn mmmmm nnnn mm nnnnnn mmm nnn mmmm nn mmmmmm nnn mm nnnnn mmm mmm nn mmmmm nnn nn mmmmm nnnn mm nnnnnn mmm nnn mmmm nn mmmmmm nnn mm nnnnn mmm mmm nn mmmmm nnnn m nn mmmmm nnnn mm nnnnnn mmm nnn mmmm nn mmmmmm nnn mm nnnnn mmm mmm nn mmmmm nnnn mm n n mmmmm nnnn mm nnnnnn mmm nnn mmmm nn mmmmmm nnn mm nnnnn mmm mmm nn mmm mmmmm nnnn mm nnnnnn mmm nnn mmmm nn mmmmmm nnn mm nnnnn mmm mmm nn mmmmm mmm nn mmmmm nnnn mm nnnnnn mmm nnn mmmm nn mmmmmm nnn mm nnnnn mmm mmm nn mmmmm nnn mm nn mmmmm nnnn mm nnnnnn mmm nnn mmmm nn mmmmmm nnn mm nnnnn mmm mmm nn mmmmm nnnn m m nn mmmmm nnnn mm nnnnnn mmm nnn mmmm nn mmmmmm nnn mm nnnnn mmm mmm nn mmmmm nnnn mm n nn mmmmm nnnn mm nnnnnn mmm nnn mmmm nn mmmmmm nnn mm nnnnn mmm mmm nn mmm nn mmmmm nnnn mm nnnnnn mmm nnn mmmm nn mmmmmm nnn mm nnnnn mmm mmm nn mmmmm n mmmmm nnnn mm nnnnnn mmm nnn mmmm nn mmmmmm nnn mm nnnnn mmm mmm nn mmmmm nnn: [6, 1302, 67, 1744]
- article-subheading: BIG REUNION: [414, 35, 438, 38]
- article-body: mmm nn mmmmm nnnn mm nnnnnn mmm nnn mmmm nn mmmmmm nnn mm nnnnn mmm mmm nn mmm mm nn mmmmm nnnn mm nnnnnn mmm nnn mmmm nn mmmmmm nnn mm nnnnn mmm mmm nn mmmmm m nn mmmmm nnnn mm nnnnnn mmm nnn mmmm nn mmmmmm nnn mm nnnnn mmm mmm nn mmmmm nnn nn mmmmm nnnn mm nnnnnn mmm nnn mmmm nn mmmmmm nnn mm nnnnn mmm mmm nn mmmmm nnnn m nn mmmmm nnnn mm nnnnnn mmm nnn mmmm nn mmmmmm nnn mm nnnnn mmm mmm nn mmmmm nnnn mm n n mmmmm nnnn mm nnnnnn mmm nnn mmmm nn mmmmmm nnn mm nnnnn mmm mmm nn mmm mmmmm nnnn mm nnnnnn mmm nnn mmmm nn mmmmmm nnn mm nnnnn mmm mmm nn mmmmm mmm nn mmmmm nnnn mm nnnnnn mmm nnn mmmm nn mmmmmm nnn mm nnnnn mmm mmm nn mmmmm nnn: [266, 759, 326, 832]
- article-subheading: AN OAMARU RESOLUTION: [468, 267, 515, 271]
- subheading-rule: [157, 40, 176, 41]
- article-subheading: PREVIOUSLY REPORTED WOUNDED, NOT REPORTED NOT WOUNDED: [333, 864, 390, 876]
- article-subheading: BREACH OF WAR REGULATIONS: [463, 909, 520, 914]
- section-divider: [71, 2175, 131, 2177]
- column-5: [264, 21, 329, 2055]
- article-body: mmm nn mmmmm nnnn mm nnnnnn mmm nnn mmmm nn mmmmmm nnn mm nnnnn mmm mmm nn mmm mm nn mmmmm nnnn mm nnnnnn mmm nnn mmmm nn mmmmmm nnn mm nnnnn mmm mmm nn mmmmm m nn mmmmm nnnn mm nnnnnn mmm nnn mmmm nn mmmmmm nnn mm nnnnn mmm mmm nn mmmmm nnn nn mmmmm nnnn mm nnnnnn mmm nnn mmmm nn mmmmmm nnn mm nnnnn mmm mmm nn mmmmm nnnn m nn mmmmm nnnn mm nnnnnn mmm nnn mmmm nn mmmmmm nnn mm nnnnn mmm mmm nn mmmmm nnnn mm n n mmmmm nnnn mm nnnnnn mmm nnn mmmm nn mmmmmm nnn mm nnnnn mmm mmm nn mmm mmmmm nnnn mm nnnnnn mmm nnn mmmm nn mmmmmm nnn mm nnnnn mmm mmm nn mmmmm mmm nn mmmmm nnnn mm nnnnnn mmm nnn mmmm nn mmmmmm nnn mm nnnnn mmm mmm nn mmmmm nnn mm nn mmmmm nnnn mm nnnnnn mmm nnn mmmm nn mmmmmm nnn mm nnnnn mmm mmm nn mmmmm nnnn m m nn mmmmm nnnn mm nnnnnn mmm nnn mmmm nn mmmmmm nnn mm nnnnn mmm mmm nn mmmmm nnnn mm n nn mmmmm nnnn mm nnnnnn mmm nnn mmmm nn mmmmmm nnn mm nnnnn mmm mmm nn mmm nn mmmmm nnnn mm nnnnnn mmm nnn mmmm nn mmmmmm nnn mm nnnnn mmm mmm nn mmmmm n mmmmm nnnn mm nnnnnn mmm nnn mmmm nn mmmmmm nnn mm nnnnn mmm mmm nn mmmmm nnn mmmmm nnnn mm nnnnnn mmm nnn mmmm nn mmmmmm nnn mm nnnnn mmm mmm nn mmmmm nnnn m mmm nn mmmmm nnnn mm nnnnnn mmm nnn mmmm nn mmmmmm nnn mm nnnnn mmm mmm nn mmmmm nnnn mm n mm nn mmmmm nnnn mm nnnnnn mmm nnn mmmm nn mmmmmm nnn mm nnnnn mmm mmm nn mmm m nn mmmmm nnnn mm nnnnnn mmm nnn mmmm nn mmmmmm nnn mm nnnnn mmm mmm nn mmmmm nn mmmmm nnnn mm nnnnnn mmm nnn mmmm nn mmmmmm nnn mm nnnnn mmm mmm nn mmmmm nnn nn mmmmm nnnn mm nnnnnn mmm nnn mmmm nn mmmmmm nnn mm nnnnn mmm mmm nn mmmmm nnnn m n mmmmm nnnn mm nnnnnn mmm nnn mmmm nn mmmmmm nnn mm nnnnn mmm mmm nn mmmmm nnnn mm n mmmmm nnnn mm nnnnnn mmm nnn mmmm nn mmmmmm nnn mm nnnnn mmm mmm nn mmm mmm nn mmmmm nnnn mm nnnnnn mmm nnn mmmm nn mmmmmm nnn mm nnnnn mmm mmm nn mmmmm mm nn mmmmm nnnn mm nnnnnn mmm nnn mmmm nn mmmmmm nnn mm nnnnn mmm mmm nn mmmmm nnn m nn mmmmm nnnn mm nnnnnn mmm nnn mmmm nn mmmmmm nnn mm nnnnn mmm mmm nn mmmmm nnnn m nn mmmmm nnnn mm nnnnnn mmm nnn mmmm nn mmmmmm nnn mm nnnnn mmm mmm nn mmmmm nnnn mm n nn mmmmm nnnn mm nnnnnn mmm nnn mmmm nn mmmmmm nnn mm nnnnn mmm mmm nn mmm n mmmmm nnnn mm nnnnnn mmm nnn mmmm nn mmmmmm nnn mm nnnnn mmm mmm nn mmmmm mmmmm nnnn mm nnnnnn mmm nnn mmmm nn mmmmmm nnn mm nnnnn mmm mmm nn mmmmm nnn mmm nn mmmmm nnnn mm nnnnnn mmm nnn mmmm nn mmmmmm nnn mm nnnnn mmm mmm nn mmmmm nnnn m mm nn mmmmm nnnn mm nnnnnn mmm nnn mmmm nn mmmmmm nnn mm nnnnn mmm mmm nn mmmmm nnnn mm n m nn mmmmm nnnn mm nnnnnn mmm nnn mmmm nn mmmmmm nnn mm nnnnn mmm mmm nn mmm nn mmmmm nnnn mm nnnnnn mmm nnn mmmm nn mmmmmm nnn mm nnnnn mmm mmm nn mmmmm nn mmmmm nnnn mm nnnnnn mmm nnn mmmm nn mmmmmm nnn mm nnnnn mmm mmm nn mmmmm nnn n mmmmm nnnn mm nnnnnn mmm nnn mmmm nn mmmmmm nnn mm nnnnn mmm mmm nn mmmmm nnnn m mmmmm nnnn mm nnnnnn mmm nnn mmmm nn mmmmmm nnn mm nnnnn mmm mmm nn mmmmm nnnn mm n mmm nn mmmmm nnnn mm nnnnnn mmm nnn mmmm nn mmmmmm nnn mm nnnnn mmm mmm nn mmm mm nn mmmmm nnnn mm nnnnnn mmm nnn mmmm nn mmmmmm nnn mm nnnnn mmm mmm nn mmmmm m nn mmmmm nnnn mm nnnnnn mmm nnn mmmm nn mmmmmm nnn mm nnnnn mmm mmm nn mmmmm nnn nn mmmmm nnnn mm nnnnnn mmm nnn mmmm nn mmmmmm nnn mm nnnnn mmm mmm nn mmmmm nnnn m nn mmmmm nnnn mm nnnnnn mmm nnn mmmm nn mmmmmm nnn mm nnnnn mmm mmm nn mmmmm nnnn mm n n mmmmm nnnn mm nnnnnn mmm nnn mmmm nn mmmmmm nnn mm nnnnn mmm mmm nn mmm mmmmm nnnn mm nnnnnn mmm nnn mmmm nn mmmmmm nnn mm nnnnn mmm mmm nn mmmmm mmm nn mmmmm nnnn mm nnnnnn mmm nnn mmmm nn mmmmmm nnn mm nnnnn mmm mmm nn mmmmm nnn mm nn mmmmm nnnn mm nnnnnn mmm nnn mmmm nn mmmmmm nnn mm nnnnn mmm mmm nn mmmmm nnnn m m nn mmmmm nnnn mm nnnnnn mmm nnn mmmm nn mmmmmm nnn mm nnnnn mmm mmm nn mmmmm nnnn mm n nn mmmmm nnnn mm nnnnnn mmm nnn mmmm nn mmmmmm nnn mm nnnnn mmm mmm nn mmm nn mmmmm nnnn mm nnnnnn mmm nnn mmmm nn mmmmmm nnn mm nnnnn mmm mmm nn mmmmm n mmmmm nnnn mm nnnnnn mmm nnn mmmm nn mmmmmm nnn mm nnnnn mmm mmm nn mmmmm nnn mmmmm nnnn mm nnnnnn mmm nnn mmmm nn mmmmmm nnn mm nnnnn mmm mmm nn mmmmm nnnn m mmm nn mmmmm nnnn mm nnnnnn mmm nnn mmmm nn mmmmmm nnn mm nnnnn mmm mmm nn mmmmm nnnn mm n mm nn mmmmm nnnn mm nnnnnn mmm nnn mmmm nn mmmmmm nnn mm nnnnn mmm mmm nn mmm m nn mmmmm nnnn mm nnnnnn mmm nnn mmmm nn mmmmmm nnn mm nnnnn mmm mmm nn mmmmm nn mmmmm nnnn mm nnnnnn mmm nnn mmmm nn mmmmmm nnn mm nnnnn mmm mmm nn mmmmm nnn nn mmmmm nnnn mm nnnnnn mmm nnn mmmm nn mmmmmm nnn mm nnnnn mmm mmm nn mmmmm nnnn m n mmmmm nnnn mm nnnnnn mmm nnn mmmm nn mmmmmm nnn mm nnnnn mmm mmm nn mmmmm nnnn mm n mmmmm nnnn mm nnnnnn mmm nnn mmmm nn mmmmmm nnn mm nnnnn mmm mmm nn mmm mmm nn mmmmm nnnn mm nnnnnn mmm nnn mmmm nn mmmmmm nnn mm nnnnn mmm mmm nn mmmmm mm nn mmmmm nnnn mm nnnnnn mmm nnn mmmm nn mmmmmm nnn mm nnnnn mmm mmm nn mmmmm nnn m nn mmmmm nnnn mm nnnnnn mmm nnn mmmm nn mmmmmm nnn mm nnnnn mmm mmm nn mmmmm nnnn m nn mmmmm nnnn mm nnnnnn mmm nnn mmmm nn mmmmmm nnn mm nnnnn mmm mmm nn mmmmm nnnn mm n nn mmmmm nnnn mm nnnnnn mmm nnn mmmm nn mmmmmm nnn mm nnnnn mmm mmm nn mmm n mmmmm nnnn mm nnnnnn mmm nnn mmmm nn mmmmmm nnn mm nnnnn mmm mmm nn mmmmm mmmmm nnnn mm nnnnnn mmm nnn mmmm nn mmmmmm nnn mm nnnnn mmm mmm nn mmmmm nnn mmm nn mmmmm nnnn mm nnnnnn mmm nnn mmmm nn mmmmmm nnn mm nnnnn mmm mmm nn mmmmm nnnn m mm nn mmmmm nnnn mm nnnnnn mmm nnn mmmm nn mmmmmm nnn mm nnnnn mmm mmm nn mmmmm nnnn mm n m nn mmmmm nnnn mm nnnnnn mmm nnn mmmm nn mmmmmm nnn mm nnnnn mmm mmm nn mmm nn mmmmm nnnn mm nnnnnn mmm nnn mmmm nn mmmmmm nnn mm nnnnn mmm mmm nn mmmmm nn mmmmm nnnn mm nnnnnn mmm nnn mmmm nn mmmmmm nnn mm nnnnn mmm mmm nn mmmmm nnn n mmmmm nnnn mm nnnnnn mmm nnn mmmm nn mmmmmm nnn mm nnnnn mmm mmm nn mmmmm nnnn m mmmmm nnnn mm nnnnnn mmm nnn mmmm nn mmmmmm nnn mm nnnnn mmm mmm nn mmmmm nnnn mm n: [201, 59, 261, 706]
- article-body: mmm nn mmmmm nnnn mm nnnnnn mmm nnn mmmm nn mmmmmm nnn mm nnnnn mmm mmm nn mmm mm nn mmmmm nnnn mm nnnnnn mmm nnn mmmm nn mmmmmm nnn mm nnnnn mmm mmm nn mmmmm m nn mmmmm nnnn mm nnnnnn mmm nnn mmmm nn mmmmmm nnn mm nnnnn mmm mmm nn mmmmm nnn nn mmmmm nnnn mm nnnnnn mmm nnn mmmm nn mmmmmm nnn mm nnnnn mmm mmm nn mmmmm nnnn m nn mmmmm nnnn mm nnnnnn mmm nnn mmmm nn mmmmmm nnn mm nnnnn mmm mmm nn mmmmm nnnn mm n n mmmmm nnnn mm nnnnnn mmm nnn mmmm nn mmmmmm nnn mm nnnnn mmm mmm nn mmm mmmmm nnnn mm nnnnnn mmm nnn mmmm nn mmmmmm nnn mm nnnnn mmm mmm nn mmmmm mmm nn mmmmm nnnn mm nnnnnn mmm nnn mmmm nn mmmmmm nnn mm nnnnn mmm mmm nn mmmmm nnn mm nn mmmmm nnnn mm nnnnnn mmm nnn mmmm nn mmmmmm nnn mm nnnnn mmm mmm nn mmmmm nnnn m m nn mmmmm nnnn mm nnnnnn mmm nnn mmmm nn mmmmmm nnn mm nnnnn mmm mmm nn mmmmm nnnn mm n nn mmmmm nnnn mm nnnnnn mmm nnn mmmm nn mmmmmm nnn mm nnnnn mmm mmm nn mmm nn mmmmm nnnn mm nnnnnn mmm nnn mmmm nn mmmmmm nnn mm nnnnn mmm mmm nn mmmmm n mmmmm nnnn mm nnnnnn mmm nnn mmmm nn mmmmmm nnn mm nnnnn mmm mmm nn mmmmm nnn mmmmm nnnn mm nnnnnn mmm nnn mmmm nn mmmmmm nnn mm nnnnn mmm mmm nn mmmmm nnnn m mmm nn mmmmm nnnn mm nnnnnn mmm nnn mmmm nn mmmmmm nnn mm nnnnn mmm mmm nn mmmmm nnnn mm n mm nn mmmmm nnnn mm nnnnnn mmm nnn mmmm nn mmmmmm nnn mm nnnnn mmm mmm nn mmm m nn mmmmm nnnn mm nnnnnn mmm nnn mmmm nn mmmmmm nnn mm nnnnn mmm mmm nn mmmmm nn mmmmm nnnn mm nnnnnn mmm nnn mmmm nn mmmmmm nnn mm nnnnn mmm mmm nn mmmmm nnn nn mmmmm nnnn mm nnnnnn mmm nnn mmmm nn mmmmmm nnn mm nnnnn mmm mmm nn mmmmm nnnn m n mmmmm nnnn mm nnnnnn mmm nnn mmmm nn mmmmmm nnn mm nnnnn mmm mmm nn mmmmm nnnn mm n mmmmm nnnn mm nnnnnn mmm nnn mmmm nn mmmmmm nnn mm nnnnn mmm mmm nn mmm mmm nn mmmmm nnnn mm nnnnnn mmm nnn mmmm nn mmmmmm nnn mm nnnnn mmm mmm nn mmmmm mm nn mmmmm nnnn mm nnnnnn mmm nnn mmmm nn mmmmmm nnn mm nnnnn mmm mmm nn mmmmm nnn m nn mmmmm nnnn mm nnnnnn mmm nnn mmmm nn mmmmmm nnn mm nnnnn mmm mmm nn mmmmm nnnn m nn mmmmm nnnn mm nnnnnn mmm nnn mmmm nn mmmmmm nnn mm nnnnn mmm mmm nn mmmmm nnnn mm n nn mmmmm nnnn mm nnnnnn mmm nnn mmmm nn mmmmmm nnn mm nnnnn mmm mmm nn mmm n mmmmm nnnn mm nnnnnn mmm nnn mmmm nn mmmmmm nnn mm nnnnn mmm mmm nn mmmmm mmmmm nnnn mm nnnnnn mmm nnn mmmm nn mmmmmm nnn mm nnnnn mmm mmm nn mmmmm nnn mmm nn mmmmm nnnn mm nnnnnn mmm nnn mmmm nn mmmmmm nnn mm nnnnn mmm mmm nn mmmmm nnnn m mm nn mmmmm nnnn mm nnnnnn mmm nnn mmmm nn mmmmmm nnn mm nnnnn mmm mmm nn mmmmm nnnn mm n m nn mmmmm nnnn mm nnnnnn mmm nnn mmmm nn mmmmmm nnn mm nnnnn mmm mmm nn mmm nn mmmmm nnnn mm nnnnnn mmm nnn mmmm nn mmmmmm nnn mm nnnnn mmm mmm nn mmmmm nn mmmmm nnnn mm nnnnnn mmm nnn mmmm nn mmmmmm nnn mm nnnnn mmm mmm nn mmmmm nnn n mmmmm nnnn mm nnnnnn mmm nnn mmmm nn mmmmmm nnn mm nnnnn mmm mmm nn mmmmm nnnn m mmmmm nnnn mm nnnnnn mmm nnn mmmm nn mmmmmm nnn mm nnnnn mmm mmm nn mmmmm nnnn mm n mmm nn mmmmm nnnn mm nnnnnn mmm nnn mmmm nn mmmmmm nnn mm nnnnn mmm mmm nn mmm mm nn mmmmm nnnn mm nnnnnn mmm nnn mmmm nn mmmmmm nnn mm nnnnn mmm mmm nn mmmmm m nn mmmmm nnnn mm nnnnnn mmm nnn mmmm nn mmmmmm nnn mm nnnnn mmm mmm nn mmmmm nnn nn mmmmm nnnn mm nnnnnn mmm nnn mmmm nn mmmmmm nnn mm nnnnn mmm mmm nn mmmmm nnnn m nn mmmmm nnnn mm nnnnnn mmm nnn mmmm nn mmmmmm nnn mm nnnnn mmm mmm nn mmmmm nnnn mm n n mmmmm nnnn mm nnnnnn mmm nnn mmmm nn mmmmmm nnn mm nnnnn mmm mmm nn mmm mmmmm nnnn mm nnnnnn mmm nnn mmmm nn mmmmmm nnn mm nnnnn mmm mmm nn mmmmm mmm nn mmmmm nnnn mm nnnnnn mmm nnn mmmm nn mmmmmm nnn mm nnnnn mmm mmm nn mmmmm nnn mm nn mmmmm nnnn mm nnnnnn mmm nnn mmmm nn mmmmmm nnn mm nnnnn mmm mmm nn mmmmm nnnn m m nn mmmmm nnnn mm nnnnnn mmm nnn mmmm nn mmmmmm nnn mm nnnnn mmm mmm nn mmmmm nnnn mm n nn mmmmm nnnn mm nnnnnn mmm nnn mmmm nn mmmmmm nnn mm nnnnn mmm mmm nn mmm nn mmmmm nnnn mm nnnnnn mmm nnn mmmm nn mmmmmm nnn mm nnnnn mmm mmm nn mmmmm n mmmmm nnnn mm nnnnnn mmm nnn mmmm nn mmmmmm nnn mm nnnnn mmm mmm nn mmmmm nnn mmmmm nnnn mm nnnnnn mmm nnn mmmm nn mmmmmm nnn mm nnnnn mmm mmm nn mmmmm nnnn m mmm nn mmmmm nnnn mm nnnnnn mmm nnn mmmm nn mmmmmm nnn mm nnnnn mmm mmm nn mmmmm nnnn mm n: [136, 1746, 196, 2209]
- subheading-rule: [157, 644, 176, 645]
- article-body: mmm nn mmmmm nnnn mm nnnnnn mmm nnn mmmm nn mmmmmm nnn mm nnnnn mmm mmm nn mmm mm nn mmmmm nnnn mm nnnnnn mmm nnn mmmm nn mmmmmm nnn mm nnnnn mmm mmm nn mmmmm m nn mmmmm nnnn mm nnnnnn mmm nnn mmmm nn mmmmmm nnn mm nnnnn mmm mmm nn mmmmm nnn nn mmmmm nnnn mm nnnnnn mmm nnn mmmm nn mmmmmm nnn mm nnnnn mmm mmm nn mmmmm nnnn m nn mmmmm nnnn mm nnnnnn mmm nnn mmmm nn mmmmmm nnn mm nnnnn mmm mmm nn mmmmm nnnn mm n n mmmmm nnnn mm nnnnnn mmm nnn mmmm nn mmmmmm nnn mm nnnnn mmm mmm nn mmm mmmmm nnnn mm nnnnnn mmm nnn mmmm nn mmmmmm nnn mm nnnnn mmm mmm nn mmmmm mmm nn mmmmm nnnn mm nnnnnn mmm nnn mmmm nn mmmmmm nnn mm nnnnn mmm mmm nn mmmmm nnn mm nn mmmmm nnnn mm nnnnnn mmm nnn mmmm nn mmmmmm nnn mm nnnnn mmm mmm nn mmmmm nnnn m m nn mmmmm nnnn mm nnnnnn mmm nnn mmmm nn mmmmmm nnn mm nnnnn mmm mmm nn mmmmm nnnn mm n nn mmmmm nnnn mm nnnnnn mmm nnn mmmm nn mmmmmm nnn mm nnnnn mmm mmm nn mmm nn mmmmm nnnn mm nnnnnn mmm nnn mmmm nn mmmmmm nnn mm nnnnn mmm mmm nn mmmmm n mmmmm nnnn mm nnnnnn mmm nnn mmmm nn mmmmmm nnn mm nnnnn mmm mmm nn mmmmm nnn mmmmm nnnn mm nnnnnn mmm nnn mmmm nn mmmmmm nnn mm nnnnn mmm mmm nn mmmmm nnnn m mmm nn mmmmm nnnn mm nnnnnn mmm nnn mmmm nn mmmmmm nnn mm nnnnn mmm mmm nn mmmmm nnnn mm n mm nn mmmmm nnnn mm nnnnnn mmm nnn mmmm nn mmmmmm nnn mm nnnnn mmm mmm nn mmm m nn mmmmm nnnn mm nnnnnn mmm nnn mmmm nn mmmmmm nnn mm nnnnn mmm mmm nn mmmmm nn mmmmm nnnn mm nnnnnn mmm nnn mmmm nn mmmmmm nnn mm nnnnn mmm mmm nn mmmmm nnn nn mmmmm nnnn mm nnnnnn mmm nnn mmmm nn mmmmmm nnn mm nnnnn mmm mmm nn mmmmm nnnn m n mmmmm nnnn mm nnnnnn mmm nnn mmmm nn mmmmmm nnn mm nnnnn mmm mmm nn mmmmm nnnn mm n mmmmm nnnn mm nnnnnn mmm nnn mmmm nn mmmmmm nnn mm nnnnn mmm mmm nn mmm mmm nn mmmmm nnnn mm nnnnnn mmm nnn mmmm nn mmmmmm nnn mm nnnnn mmm mmm nn mmmmm mm nn mmmmm nnnn mm nnnnnn mmm nnn mmmm nn mmmmmm nnn mm nnnnn mmm mmm nn mmmmm nnn m nn mmmmm nnnn mm nnnnnn mmm nnn mmmm nn mmmmmm nnn mm nnnnn mmm mmm nn mmmmm nnnn m nn mmmmm nnnn mm nnnnnn mmm nnn mmmm nn mmmmmm nnn mm nnnnn mmm mmm nn mmmmm nnnn mm n nn mmmmm nnnn mm nnnnnn mmm nnn mmmm nn mmmmmm nnn mm nnnnn mmm mmm nn mmm n mmmmm nnnn mm nnnnnn mmm nnn mmmm nn mmmmmm nnn mm nnnnn mmm mmm nn mmmmm mmmmm nnnn mm nnnnnn mmm nnn mmmm nn mmmmmm nnn mm nnnnn mmm mmm nn mmmmm nnn mmm nn mmmmm nnnn mm nnnnnn mmm nnn mmmm nn mmmmmm nnn mm nnnnn mmm mmm nn mmmmm nnnn m mm nn mmmmm nnnn mm nnnnnn mmm nnn mmmm nn mmmmmm nnn mm nnnnn mmm mmm nn mmmmm nnnn mm n m nn mmmmm nnnn mm nnnnnn mmm nnn mmmm nn mmmmmm nnn mm nnnnn mmm mmm nn mmm nn mmmmm nnnn mm nnnnnn mmm nnn mmmm nn mmmmmm nnn mm nnnnn mmm mmm nn mmmmm nn mmmmm nnnn mm nnnnnn mmm nnn mmmm nn mmmmmm nnn mm nnnnn mmm mmm nn mmmmm nnn n mmmmm nnnn mm nnnnnn mmm nnn mmmm nn mmmmmm nnn mm nnnnn mmm mmm nn mmmmm nnnn m mmmmm nnnn mm nnnnnn mmm nnn mmmm nn mmmmmm nnn mm nnnnn mmm mmm nn mmmmm nnnn mm n mmm nn mmmmm nnnn mm nnnnnn mmm nnn mmmm nn mmmmmm nnn mm nnnnn mmm mmm nn mmm mm nn mmmmm nnnn mm nnnnnn mmm nnn mmmm nn mmmmmm nnn mm nnnnn mmm mmm nn mmmmm m nn mmmmm nnnn mm nnnnnn mmm nnn mmmm nn mmmmmm nnn mm nnnnn mmm mmm nn mmmmm nnn nn mmmmm nnnn mm nnnnnn mmm nnn mmmm nn mmmmmm nnn mm nnnnn mmm mmm nn mmmmm nnnn m nn mmmmm nnnn mm nnnnnn mmm nnn mmmm nn mmmmmm nnn mm nnnnn mmm mmm nn mmmmm nnnn mm n n mmmmm nnnn mm nnnnnn mmm nnn mmmm nn mmmmmm nnn mm nnnnn mmm mmm nn mmm mmmmm nnnn mm nnnnnn mmm nnn mmmm nn mmmmmm nnn mm nnnnn mmm mmm nn mmmmm mmm nn mmmmm nnnn mm nnnnnn mmm nnn mmmm nn mmmmmm nnn mm nnnnn mmm mmm nn mmmmm nnn mm nn mmmmm nnnn mm nnnnnn mmm nnn mmmm nn mmmmmm nnn mm nnnnn mmm mmm nn mmmmm nnnn m m nn mmmmm nnnn mm nnnnnn mmm nnn mmmm nn mmmmmm nnn mm nnnnn mmm mmm nn mmmmm nnnn mm n nn mmmmm nnnn mm nnnnnn mmm nnn mmmm nn mmmmmm nnn mm nnnnn mmm mmm nn mmm nn mmmmm nnnn mm nnnnnn mmm nnn mmmm nn mmmmmm nnn mm nnnnn mmm mmm nn mmmmm n mmmmm nnnn mm nnnnnn mmm nnn mmmm nn mmmmmm nnn mm nnnnn mmm mmm nn mmmmm nnn mmmmm nnnn mm nnnnnn mmm nnn mmmm nn mmmmmm nnn mm nnnnn mmm mmm nn mmmmm nnnn m mmm nn mmmmm nnnn mm nnnnnn mmm nnn mmmm nn mmmmmm nnn mm nnnnn mmm mmm nn mmmmm nnnn mm n mm nn mmmmm nnnn mm nnnnnn mmm nnn mmmm nn mmmmmm nnn mm nnnnn mmm mmm nn mmm m nn mmmmm nnnn mm nnnnnn mmm nnn mmmm nn mmmmmm nnn mm nnnnn mmm mmm nn mmmmm nn mmmmm nnnn mm nnnnnn mmm nnn mmmm nn mmmmmm nnn mm nnnnn mmm mmm nn mmmmm nnn nn mmmmm nnnn mm nnnnnn mmm nnn mmmm nn mmmmmm nnn mm nnnnn mmm mmm nn mmmmm nnnn m n mmmmm nnnn mm nnnnnn mmm nnn mmmm nn mmmmmm nnn mm nnnnn mmm mmm nn mmmmm nnnn mm n mmmmm nnnn mm nnnnnn mmm nnn mmmm nn mmmmmm nnn mm nnnnn mmm mmm nn mmm mmm nn mmmmm nnnn mm nnnnnn mmm nnn mmmm nn mmmmmm nnn mm nnnnn mmm mmm nn mmmmm mm nn mmmmm nnnn mm nnnnnn mmm nnn mmmm nn mmmmmm nnn mm nnnnn mmm mmm nn mmmmm nnn m nn mmmmm nnnn mm nnnnnn mmm nnn mmmm nn mmmmmm nnn mm nnnnn mmm mmm nn mmmmm nnnn m nn mmmmm nnnn mm nnnnnn mmm nnn mmmm nn mmmmmm nnn mm nnnnn mmm mmm nn mmmmm nnnn mm n: [396, 1467, 456, 2022]
- article-subheading: DIED OF WOUNDS: [281, 571, 312, 576]
- article-subheading: ADMITTED TO HOSPITAL: [274, 1918, 318, 1922]
- subheading-rule: [92, 1205, 111, 1206]
- article-subheading: A RELIABLE AND EFFECTIVE EMBROCATION: [76, 2191, 127, 2199]
- article-body: mmm nn mmmmm nnnn mm nnnnnn mmm nnn mmmm nn mmmmmm nnn mm nnnnn mmm mmm nn mmm mm nn mmmmm nnnn mm nnnnnn mmm nnn mmmm nn mmmmmm nnn mm nnnnn mmm mmm nn mmmmm m nn mmmmm nnnn mm nnnnnn mmm nnn mmmm nn mmmmmm nnn mm nnnnn mmm mmm nn mmmmm nnn nn mmmmm nnnn mm nnnnnn mmm nnn mmmm nn mmmmmm nnn mm nnnnn mmm mmm nn mmmmm nnnn m nn mmmmm nnnn mm nnnnnn mmm nnn mmmm nn mmmmmm nnn mm nnnnn mmm mmm nn mmmmm nnnn mm n n mmmmm nnnn mm nnnnnn mmm nnn mmmm nn mmmmmm nnn mm nnnnn mmm mmm nn mmm mmmmm nnnn mm nnnnnn mmm nnn mmmm nn mmmmmm nnn mm nnnnn mmm mmm nn mmmmm mmm nn mmmmm nnnn mm nnnnnn mmm nnn mmmm nn mmmmmm nnn mm nnnnn mmm mmm nn mmmmm nnn mm nn mmmmm nnnn mm nnnnnn mmm nnn mmmm nn mmmmmm nnn mm nnnnn mmm mmm nn mmmmm nnnn m m nn mmmmm nnnn mm nnnnnn mmm nnn mmmm nn mmmmmm nnn mm nnnnn mmm mmm nn mmmmm nnnn mm n: [71, 2081, 131, 2173]
- article-body: mmm nn mmmmm nnnn mm nnnnnn mmm nnn mmmm nn mmmmmm nnn mm nnnnn mmm mmm nn mmm mm nn mmmmm nnnn mm nnnnnn mmm nnn mmmm nn mmmmmm nnn mm nnnnn mmm mmm nn mmmmm m nn mmmmm nnnn mm nnnnnn mmm nnn mmmm nn mmmmmm nnn mm nnnnn mmm mmm nn mmmmm nnn nn mmmmm nnnn mm nnnnnn mmm nnn mmmm nn mmmmmm nnn mm nnnnn mmm mmm nn mmmmm nnnn m nn mmmmm nnnn mm nnnnnn mmm nnn mmmm nn mmmmmm nnn mm nnnnn mmm mmm nn mmmmm nnnn mm n n mmmmm nnnn mm nnnnnn mmm nnn mmmm nn mmmmmm nnn mm nnnnn mmm mmm nn mmm mmmmm nnnn mm nnnnnn mmm nnn mmmm nn mmmmmm nnn mm nnnnn mmm mmm nn mmmmm mmm nn mmmmm nnnn mm nnnnnn mmm nnn mmmm nn mmmmmm nnn mm nnnnn mmm mmm nn mmmmm nnn mm nn mmmmm nnnn mm nnnnnn mmm nnn mmmm nn mmmmmm nnn mm nnnnn mmm mmm nn mmmmm nnnn m m nn mmmmm nnnn mm nnnnnn mmm nnn mmmm nn mmmmmm nnn mm nnnnn mmm mmm nn mmmmm nnnn mm n nn mmmmm nnnn mm nnnnnn mmm nnn mmmm nn mmmmmm nnn mm nnnnn mmm mmm nn mmm nn mmmmm nnnn mm nnnnnn mmm nnn mmmm nn mmmmmm nnn mm nnnnn mmm mmm nn mmmmm n mmmmm nnnn mm nnnnnn mmm nnn mmmm nn mmmmmm nnn mm nnnnn mmm mmm nn mmmmm nnn mmmmm nnnn mm nnnnnn mmm nnn mmmm nn mmmmmm nnn mm nnnnn mmm mmm nn mmmmm nnnn m mmm nn mmmmm nnnn mm nnnnnn mmm nnn mmmm nn mmmmmm nnn mm nnnnn mmm mmm nn mmmmm nnnn mm n mm nn mmmmm nnnn mm nnnnnn mmm nnn mmmm nn mmmmmm nnn mm nnnnn mmm mmm nn mmm m nn mmmmm nnnn mm nnnnnn mmm nnn mmmm nn mmmmmm nnn mm nnnnn mmm mmm nn mmmmm nn mmmmm nnnn mm nnnnnn mmm nnn mmmm nn mmmmmm nnn mm nnnnn mmm mmm nn mmmmm nnn nn mmmmm nnnn mm nnnnnn mmm nnn mmmm nn mmmmmm nnn mm nnnnn mmm mmm nn mmmmm nnnn m n mmmmm nnnn mm nnnnnn mmm nnn mmmm nn mmmmmm nnn mm nnnnn mmm mmm nn mmmmm nnnn mm n mmmmm nnnn mm nnnnnn mmm nnn mmmm nn mmmmmm nnn mm nnnnn mmm mmm nn mmm mmm nn mmmmm nnnn mm nnnnnn mmm nnn mmmm nn mmmmmm nnn mm nnnnn mmm mmm nn mmmmm mm nn mmmmm nnnn mm nnnnnn mmm nnn mmmm nn mmmmmm nnn mm nnnnn mmm mmm nn mmmmm nnn m nn mmmmm nnnn mm nnnnnn mmm nnn mmmm nn mmmmmm nnn mm nnnnn mmm mmm nn mmmmm nnnn m nn mmmmm nnnn mm nnnnnn mmm nnn mmmm nn mmmmmm nnn mm nnnnn mmm mmm nn mmmmm nnnn mm n nn mmmmm nnnn mm nnnnnn mmm nnn mmmm nn mmmmmm nnn mm nnnnn mmm mmm nn mmm n mmmmm nnnn mm nnnnnn mmm nnn mmmm nn mmmmmm nnn mm nnnnn mmm mmm nn mmmmm mmmmm nnnn mm nnnnnn mmm nnn mmmm nn mmmmmm nnn mm nnnnn mmm mmm nn mmmmm nnn mmm nn mmmmm nnnn mm nnnnnn mmm nnn mmmm nn mmmmmm nnn mm nnnnn mmm mmm nn mmmmm nnnn m mm nn mmmmm nnnn mm nnnnnn mmm nnn mmmm nn mmmmmm nnn mm nnnnn mmm mmm nn mmmmm nnnn mm n m nn mmmmm nnnn mm nnnnnn mmm nnn mmmm nn mmmmmm nnn mm nnnnn mmm mmm nn mmm nn mmmmm nnnn mm nnnnnn mmm nnn mmmm nn mmmmmm nnn mm nnnnn mmm mmm nn mmmmm nn mmmmm nnnn mm nnnnnn mmm nnn mmmm nn mmmmmm nnn mm nnnnn mmm mmm nn mmmmm nnn n mmmmm nnnn mm nnnnnn mmm nnn mmmm nn mmmmmm nnn mm nnnnn mmm mmm nn mmmmm nnnn m: [266, 1598, 326, 1912]
- article-subheading: TWO CANDIDATES OUT: [211, 719, 252, 723]
- article-subheading: SHOOTING FATALITY: [472, 759, 510, 763]
- column-2: [69, 21, 134, 2481]
- article-subheading: HOME ECONOMY: [345, 1989, 377, 1993]
- headline-rule: [157, 32, 176, 33]
- section-divider: [461, 1085, 522, 1087]
- article-subheading: MAKING BEST COUGH SYRUP: [335, 1997, 388, 2001]
- section-divider: [6, 1746, 67, 1748]
- section-divider: [266, 1587, 326, 1588]
- article-subheading: KILLED IN ACTION: [279, 185, 313, 189]
- article-subheading: SOLDIERS AND CIVIL PROCESS: [9, 1294, 64, 1298]
- article-subheading: "WITH OUR SOLDIERS IN EGYPT": [462, 1088, 521, 1092]
- masthead: [4, 3, 589, 21]
- article-body: mmm nn mmmmm nnnn mm nnnnnn mmm nnn mmmm nn mmmmmm nnn mm nnnnn mmm mmm nn mmm mm nn mmmmm nnnn mm nnnnnn mmm nnn mmmm nn mmmmmm nnn mm nnnnn mmm mmm nn mmmmm m nn mmmmm nnnn mm nnnnnn mmm nnn mmmm nn mmmmmm nnn mm nnnnn mmm mmm nn mmmmm nnn nn mmmmm nnnn mm nnnnnn mmm nnn mmmm nn mmmmmm nnn mm nnnnn mmm mmm nn mmmmm nnnn m nn mmmmm nnnn mm nnnnnn mmm nnn mmmm nn mmmmmm nnn mm nnnnn mmm mmm nn mmmmm nnnn mm n n mmmmm nnnn mm nnnnnn mmm nnn mmmm nn mmmmmm nnn mm nnnnn mmm mmm nn mmm mmmmm nnnn mm nnnnnn mmm nnn mmmm nn mmmmmm nnn mm nnnnn mmm mmm nn mmmmm mmm nn mmmmm nnnn mm nnnnnn mmm nnn mmmm nn mmmmmm nnn mm nnnnn mmm mmm nn mmmmm nnn mm nn mmmmm nnnn mm nnnnnn mmm nnn mmmm nn mmmmmm nnn mm nnnnn mmm mmm nn mmmmm nnnn m m nn mmmmm nnnn mm nnnnnn mmm nnn mmmm nn mmmmmm nnn mm nnnnn mmm mmm nn mmmmm nnnn mm n nn mmmmm nnnn mm nnnnnn mmm nnn mmmm nn mmmmmm nnn mm nnnnn mmm mmm nn mmm nn mmmmm nnnn mm nnnnnn mmm nnn mmmm nn mmmmmm nnn mm nnnnn mmm mmm nn mmmmm n mmmmm nnnn mm nnnnnn mmm nnn mmmm nn mmmmmm nnn mm nnnnn mmm mmm nn mmmmm nnn mmmmm nnnn mm nnnnnn mmm nnn mmmm nn mmmmmm nnn mm nnnnn mmm mmm nn mmmmm nnnn m mmm nn mmmmm nnnn mm nnnnnn mmm nnn mmmm nn mmmmmm nnn mm nnnnn mmm mmm nn mmmmm nnnn mm n mm nn mmmmm nnnn mm nnnnnn mmm nnn mmmm nn mmmmmm nnn mm nnnnn mmm mmm nn mmm m nn mmmmm nnnn mm nnnnnn mmm nnn mmmm nn mmmmmm nnn mm nnnnn mmm mmm nn mmmmm nn mmmmm nnnn mm nnnnnn mmm nnn mmmm nn mmmmmm nnn mm nnnnn mmm mmm nn mmmmm nnn: [71, 723, 131, 889]
- classified-advertisement: [462, 1801, 521, 1844]
- subheading-rule: [481, 765, 501, 766]
- column-4: [199, 21, 264, 2166]
- article-subheading: TRADE UNION SECRETARY FINED: [462, 454, 521, 458]
- article-subheading: OFFICERS' EXAMINATIONS: [77, 1199, 126, 1204]
- article-body: mmm nn mmmmm nnnn mm nnnnnn mmm nnn mmmm nn mmmmmm nnn mm nnnnn mmm mmm nn mmm mm nn mmmmm nnnn mm nnnnnn mmm nnn mmmm nn mmmmmm nnn mm nnnnn mmm mmm nn mmmmm m nn mmmmm nnnn mm nnnnnn mmm nnn mmmm nn mmmmmm nnn mm nnnnn mmm mmm nn mmmmm nnn nn mmmmm nnnn mm nnnnnn mmm nnn mmmm nn mmmmmm nnn mm nnnnn mmm mmm nn mmmmm nnnn m nn mmmmm nnnn mm nnnnnn mmm nnn mmmm nn mmmmmm nnn mm nnnnn mmm mmm nn mmmmm nnnn mm n n mmmmm nnnn mm nnnnnn mmm nnn mmmm nn mmmmmm nnn mm nnnnn mmm mmm nn mmm mmmmm nnnn mm nnnnnn mmm nnn mmmm nn mmmmmm nnn mm nnnnn mmm mmm nn mmmmm mmm nn mmmmm nnnn mm nnnnnn mmm nnn mmmm nn mmmmmm nnn mm nnnnn mmm mmm nn mmmmm nnn mm nn mmmmm nnnn mm nnnnnn mmm nnn mmmm nn mmmmmm nnn mm nnnnn mmm mmm nn mmmmm nnnn m m nn mmmmm nnnn mm nnnnnn mmm nnn mmmm nn mmmmmm nnn mm nnnnn mmm mmm nn mmmmm nnnn mm n nn mmmmm nnnn mm nnnnnn mmm nnn mmmm nn mmmmmm nnn mm nnnnn mmm mmm nn mmm nn mmmmm nnnn mm nnnnnn mmm nnn mmmm nn mmmmmm nnn mm nnnnn mmm mmm nn mmmmm n mmmmm nnnn mm nnnnnn mmm nnn mmmm nn mmmmmm nnn mm nnnnn mmm mmm nn mmmmm nnn mmmmm nnnn mm nnnnnn mmm nnn mmmm nn mmmmmm nnn mm nnnnn mmm mmm nn mmmmm nnnn m mmm nn mmmmm nnnn mm nnnnnn mmm nnn mmmm nn mmmmmm nnn mm nnnnn mmm mmm nn mmmmm nnnn mm n mm nn mmmmm nnnn mm nnnnnn mmm nnn mmmm nn mmmmmm nnn mm nnnnn mmm mmm nn mmm m nn mmmmm nnnn mm nnnnnn mmm nnn mmmm nn mmmmmm nnn mm nnnnn mmm mmm nn mmmmm nn mmmmm nnnn mm nnnnnn mmm nnn mmmm nn mmmmmm nnn mm nnnnn mmm mmm nn mmmmm nnn nn mmmmm nnnn mm nnnnnn mmm nnn mmmm nn mmmmmm nnn mm nnnnn mmm mmm nn mmmmm nnnn m n mmmmm nnnn mm nnnnnn mmm nnn mmmm nn mmmmmm nnn mm nnnnn mmm mmm nn mmmmm nnnn mm n mmmmm nnnn mm nnnnnn mmm nnn mmmm nn mmmmmm nnn mm nnnnn mmm mmm nn mmm mmm nn mmmmm nnnn mm nnnnnn mmm nnn mmmm nn mmmmmm nnn mm nnnnn mmm mmm nn mmmmm mm nn mmmmm nnnn mm nnnnnn mmm nnn mmmm nn mmmmmm nnn mm nnnnn mmm mmm nn mmmmm nnn m nn mmmmm nnnn mm nnnnnn mmm nnn mmmm nn mmmmmm nnn mm nnnnn mmm mmm nn mmmmm nnnn m nn mmmmm nnnn mm nnnnnn mmm nnn mmmm nn mmmmmm nnn mm nnnnn mmm mmm nn mmmmm nnnn mm n nn mmmmm nnnn mm nnnnnn mmm nnn mmmm nn mmmmmm nnn mm nnnnn mmm mmm nn mmm n mmmmm nnnn mm nnnnnn mmm nnn mmmm nn mmmmmm nnn mm nnnnn mmm mmm nn mmmmm mmmmm nnnn mm nnnnnn mmm nnn mmmm nn mmmmmm nnn mm nnnnn mmm mmm nn mmmmm nnn mmm nn mmmmm nnnn mm nnnnnn mmm nnn mmmm nn mmmmmm nnn mm nnnnn mmm mmm nn mmmmm nnnn m mm nn mmmmm nnnn mm nnnnnn mmm nnn mmmm nn mmmmmm nnn mm nnnnn mmm mmm nn mmmmm nnnn mm n m nn mmmmm nnnn mm nnnnnn mmm nnn mmmm nn mmmmmm nnn mm nnnnn mmm mmm nn mmm nn mmmmm nnnn mm nnnnnn mmm nnn mmmm nn mmmmmm nnn mm nnnnn mmm mmm nn mmmmm nn mmmmm nnnn mm nnnnnn mmm nnn mmmm nn mmmmmm nnn mm nnnnn mmm mmm nn mmmmm nnn n mmmmm nnnn mm nnnnnn mmm nnn mmmm nn mmmmmm nnn mm nnnnn mmm mmm nn mmmmm nnnn m mmmmm nnnn mm nnnnnn mmm nnn mmmm nn mmmmmm nnn mm nnnnn mmm mmm nn mmmmm nnnn mm n mmm nn mmmmm nnnn mm nnnnnn mmm nnn mmmm nn mmmmmm nnn mm nnnnn mmm mmm nn mmm mm nn mmmmm nnnn mm nnnnnn mmm nnn mmmm nn mmmmmm nnn mm nnnnn mmm mmm nn mmmmm m nn mmmmm nnnn mm nnnnnn mmm nnn mmmm nn mmmmmm nnn mm nnnnn mmm mmm nn mmmmm nnn nn mmmmm nnnn mm nnnnnn mmm nnn mmmm nn mmmmmm nnn mm nnnnn mmm mmm nn mmmmm nnnn m nn mmmmm nnnn mm nnnnnn mmm nnn mmmm nn mmmmmm nnn mm nnnnn mmm mmm nn mmmmm nnnn mm n: [201, 727, 261, 1100]
- article-subheading: WAR PERIOD REVIEWED: [210, 51, 253, 54]
- headline-rule: [92, 32, 111, 33]
- article-body: mmm nn mmmmm nnnn mm nnnnnn mmm nnn mmmm nn mmmmmm nnn mm nnnnn mmm mmm nn mmm mm nn mmmmm nnnn mm nnnnnn mmm nnn mmmm nn mmmmmm nnn mm nnnnn mmm mmm nn mmmmm m nn mmmmm nnnn mm nnnnnn mmm nnn mmmm nn mmmmmm nnn mm nnnnn mmm mmm nn mmmmm nnn nn mmmmm nnnn mm nnnnnn mmm nnn mmmm nn mmmmmm nnn mm nnnnn mmm mmm nn mmmmm nnnn m nn mmmmm nnnn mm nnnnnn mmm nnn mmmm nn mmmmmm nnn mm nnnnn mmm mmm nn mmmmm nnnn mm n n mmmmm nnnn mm nnnnnn mmm nnn mmmm nn mmmmmm nnn mm nnnnn mmm mmm nn mmm mmmmm nnnn mm nnnnnn mmm nnn mmmm nn mmmmmm nnn mm nnnnn mmm mmm nn mmmmm mmm nn mmmmm nnnn mm nnnnnn mmm nnn mmmm nn mmmmmm nnn mm nnnnn mmm mmm nn mmmmm nnn: [71, 1121, 131, 1194]
- ad-line: Equipment includes new hood, five: [466, 1814, 516, 1818]
- article-subheading: THE 19TH SHORT: [151, 35, 182, 38]
- article-subheading: POSITION SATISFACTORY: [144, 639, 189, 643]
- article-subheading: OFFICERS' KITS: [87, 1818, 116, 1822]
- article-headline: PASSPORTS & PERMITS: [17, 24, 56, 37]
- article-subheading: ALLEGED SEDITIOUS CIRCULAR: [463, 446, 520, 450]
- column-8: [459, 21, 524, 1842]
- article-subheading: KILLED BY A MAIL CAR: [471, 616, 512, 620]
- article-subheading: NEW CONDITIONS: [20, 41, 53, 45]
- ad-line: WELLINGTON.: [480, 1830, 503, 1834]
- subheading-rule: [92, 1384, 111, 1385]
- section-divider: [331, 860, 391, 862]
- ad-line: 17 Lower Cuba Street,: [475, 1827, 507, 1830]
- section-divider: [266, 1914, 326, 1916]
- section-divider: [461, 264, 522, 266]
- subheading-rule: [481, 460, 501, 461]
- ad-line: lamps, screen, detachable wheels. Particulars from: [467, 1817, 516, 1824]
- subheading-rule: [27, 808, 46, 809]
- subheading-rule: [157, 1736, 176, 1737]
- subheading-rule: [351, 517, 371, 518]
- article-subheading: FOUR BLOCKS PURCHASED: [12, 810, 61, 814]
- article-subheading: CAMP APPOINTMENTS: [341, 1718, 381, 1722]
- article-subheading: COST OF KITS: [89, 47, 114, 51]
- subheading-rule: [221, 717, 241, 718]
- article-body: mmm nn mmmmm nnnn mm nnnnnn mmm nnn mmmm nn mmmmmm nnn mm nnnnn mmm mmm nn mmm mm nn mmmmm nnnn mm nnnnnn mmm nnn mmmm nn mmmmmm nnn mm nnnnn mmm mmm nn mmmmm m nn mmmmm nnnn mm nnnnnn mmm nnn mmmm nn mmmmmm nnn mm nnnnn mmm mmm nn mmmmm nnn nn mmmmm nnnn mm nnnnnn mmm nnn mmmm nn mmmmmm nnn mm nnnnn mmm mmm nn mmmmm nnnn m nn mmmmm nnnn mm nnnnnn mmm nnn mmmm nn mmmmmm nnn mm nnnnn mmm mmm nn mmmmm nnnn mm n n mmmmm nnnn mm nnnnnn mmm nnn mmmm nn mmmmmm nnn mm nnnnn mmm mmm nn mmm mmmmm nnnn mm nnnnnn mmm nnn mmmm nn mmmmmm nnn mm nnnnn mmm mmm nn mmmmm mmm nn mmmmm nnnn mm nnnnnn mmm nnn mmmm nn mmmmmm nnn mm nnnnn mmm mmm nn mmmmm nnn mm nn mmmmm nnnn mm nnnnnn mmm nnn mmmm nn mmmmmm nnn mm nnnnn mmm mmm nn mmmmm nnnn m m nn mmmmm nnnn mm nnnnnn mmm nnn mmmm nn mmmmmm nnn mm nnnnn mmm mmm nn mmmmm nnnn mm n nn mmmmm nnnn mm nnnnnn mmm nnn mmmm nn mmmmmm nnn mm nnnnn mmm mmm nn mmm nn mmmmm nnnn mm nnnnnn mmm nnn mmmm nn mmmmmm nnn mm nnnnn mmm mmm nn mmmmm n mmmmm nnnn mm nnnnnn mmm nnn mmmm nn mmmmmm nnn mm nnnnn mmm mmm nn mmmmm nnn mmmmm nnnn mm nnnnnn mmm nnn mmmm nn mmmmmm nnn mm nnnnn mmm mmm nn mmmmm nnnn m mmm nn mmmmm nnnn mm nnnnnn mmm nnn mmmm nn mmmmmm nnn mm nnnnn mmm mmm nn mmmmm nnnn mm n mm nn mmmmm nnnn mm nnnnnn mmm nnn mmmm nn mmmmmm nnn mm nnnnn mmm mmm nn mmm m nn mmmmm nnnn mm nnnnnn mmm nnn mmmm nn mmmmmm nnn mm nnnnn mmm mmm nn mmmmm nn mmmmm nnnn mm nnnnnn mmm nnn mmmm nn mmmmmm nnn mm nnnnn mmm mmm nn mmmmm nnn nn mmmmm nnnn mm nnnnnn mmm nnn mmmm nn mmmmmm nnn mm nnnnn mmm mmm nn mmmmm nnnn m n mmmmm nnnn mm nnnnnn mmm nnn mmmm nn mmmmmm nnn mm nnnnn mmm mmm nn mmmmm nnnn mm n mmmmm nnnn mm nnnnnn mmm nnn mmmm nn mmmmmm nnn mm nnnnn mmm mmm nn mmm mmm nn mmmmm nnnn mm nnnnnn mmm nnn mmmm nn mmmmmm nnn mm nnnnn mmm mmm nn mmmmm mm nn mmmmm nnnn mm nnnnnn mmm nnn mmmm nn mmmmmm nnn mm nnnnn mmm mmm nn mmmmm nnn m nn mmmmm nnnn mm nnnnnn mmm nnn mmmm nn mmmmmm nnn mm nnnnn mmm mmm nn mmmmm nnnn m nn mmmmm nnnn mm nnnnnn mmm nnn mmmm nn mmmmmm nnn mm nnnnn mmm mmm nn mmmmm nnnn mm n nn mmmmm nnnn mm nnnnnn mmm nnn mmmm nn mmmmmm nnn mm nnnnn mmm mmm nn mmm n mmmmm nnnn mm nnnnnn mmm nnn mmmm nn mmmmmm nnn mm nnnnn mmm mmm nn mmmmm mmmmm nnnn mm nnnnnn mmm nnn mmmm nn mmmmmm nnn mm nnnnn mmm mmm nn mmmmm nnn mmm nn mmmmm nnnn mm nnnnnn mmm nnn mmmm nn mmmmmm nnn mm nnnnn mmm mmm nn mmmmm nnnn m mm nn mmmmm nnnn mm nnnnnn mmm nnn mmmm nn mmmmmm nnn mm nnnnn mmm mmm nn mmmmm nnnn mm n m nn mmmmm nnnn mm nnnnnn mmm nnn mmmm nn mmmmmm nnn mm nnnnn mmm mmm nn mmm nn mmmmm nnnn mm nnnnnn mmm nnn mmmm nn mmmmmm nnn mm nnnnn mmm mmm nn mmmmm nn mmmmm nnnn mm nnnnnn mmm nnn mmmm nn mmmmmm nnn mm nnnnn mmm mmm nn mmmmm nnn n mmmmm nnnn mm nnnnnn mmm nnn mmmm nn mmmmmm nnn mm nnnnn mmm mmm nn mmmmm nnnn m mmmmm nnnn mm nnnnnn mmm nnn mmmm nn mmmmmm nnn mm nnnnn mmm mmm nn mmmmm nnnn mm n mmm nn mmmmm nnnn mm nnnnnn mmm nnn mmmm nn mmmmmm nnn mm nnnnn mmm mmm nn mmm mm nn mmmmm nnnn mm nnnnnn mmm nnn mmmm nn mmmmmm nnn mm nnnnn mmm mmm nn mmmmm m nn mmmmm nnnn mm nnnnnn mmm nnn mmmm nn mmmmmm nnn mm nnnnn mmm mmm nn mmmmm nnn nn mmmmm nnnn mm nnnnnn mmm nnn mmmm nn mmmmmm nnn mm nnnnn mmm mmm nn mmmmm nnnn m nn mmmmm nnnn mm nnnnnn mmm nnn mmmm nn mmmmmm nnn mm nnnnn mmm mmm nn mmmmm nnnn mm n n mmmmm nnnn mm nnnnnn mmm nnn mmmm nn mmmmmm nnn mm nnnnn mmm mmm nn mmm mmmmm nnnn mm nnnnnn mmm nnn mmmm nn mmmmmm nnn mm nnnnn mmm mmm nn mmmmm mmm nn mmmmm nnnn mm nnnnnn mmm nnn mmmm nn mmmmmm nnn mm nnnnn mmm mmm nn mmmmm nnn mm nn mmmmm nnnn mm nnnnnn mmm nnn mmmm nn mmmmmm nnn mm nnnnn mmm mmm nn mmmmm nnnn m m nn mmmmm nnnn mm nnnnnn mmm nnn mmmm nn mmmmmm nnn mm nnnnn mmm mmm nn mmmmm nnnn mm n nn mmmmm nnnn mm nnnnnn mmm nnn mmmm nn mmmmmm nnn mm nnnnn mmm mmm nn mmm: [71, 1386, 131, 1812]
- article-subheading: WOUNDED: [351, 1631, 371, 1636]
- article-body: mmm nn mmmmm nnnn mm nnnnnn mmm nnn mmmm nn mmmmmm nnn mm nnnnn mmm mmm nn mmm mm nn mmmmm nnnn mm nnnnnn mmm nnn mmmm nn mmmmmm nnn mm nnnnn mmm mmm nn mmmmm m nn mmmmm nnnn mm nnnnnn mmm nnn mmmm nn mmmmmm nnn mm nnnnn mmm mmm nn mmmmm nnn nn mmmmm nnnn mm nnnnnn mmm nnn mmmm nn mmmmmm nnn mm nnnnn mmm mmm nn mmmmm nnnn m nn mmmmm nnnn mm nnnnnn mmm nnn mmmm nn mmmmmm nnn mm nnnnn mmm mmm nn mmmmm nnnn mm n n mmmmm nnnn mm nnnnnn mmm nnn mmmm nn mmmmmm nnn mm nnnnn mmm mmm nn mmm mmmmm nnnn mm nnnnnn mmm nnn mmmm nn mmmmmm nnn mm nnnnn mmm mmm nn mmmmm mmm nn mmmmm nnnn mm nnnnnn mmm nnn mmmm nn mmmmmm nnn mm nnnnn mmm mmm nn mmmmm nnn mm nn mmmmm nnnn mm nnnnnn mmm nnn mmmm nn mmmmmm nnn mm nnnnn mmm mmm nn mmmmm nnnn m m nn mmmmm nnnn mm nnnnnn mmm nnn mmmm nn mmmmmm nnn mm nnnnn mmm mmm nn mmmmm nnnn mm n nn mmmmm nnnn mm nnnnnn mmm nnn mmmm nn mmmmmm nnn mm nnnnn mmm mmm nn mmm nn mmmmm nnnn mm nnnnnn mmm nnn mmmm nn mmmmmm nnn mm nnnnn mmm mmm nn mmmmm n mmmmm nnnn mm nnnnnn mmm nnn mmmm nn mmmmmm nnn mm nnnnn mmm mmm nn mmmmm nnn mmmmm nnnn mm nnnnnn mmm nnn mmmm nn mmmmmm nnn mm nnnnn mmm mmm nn mmmmm nnnn m: [461, 624, 522, 753]
